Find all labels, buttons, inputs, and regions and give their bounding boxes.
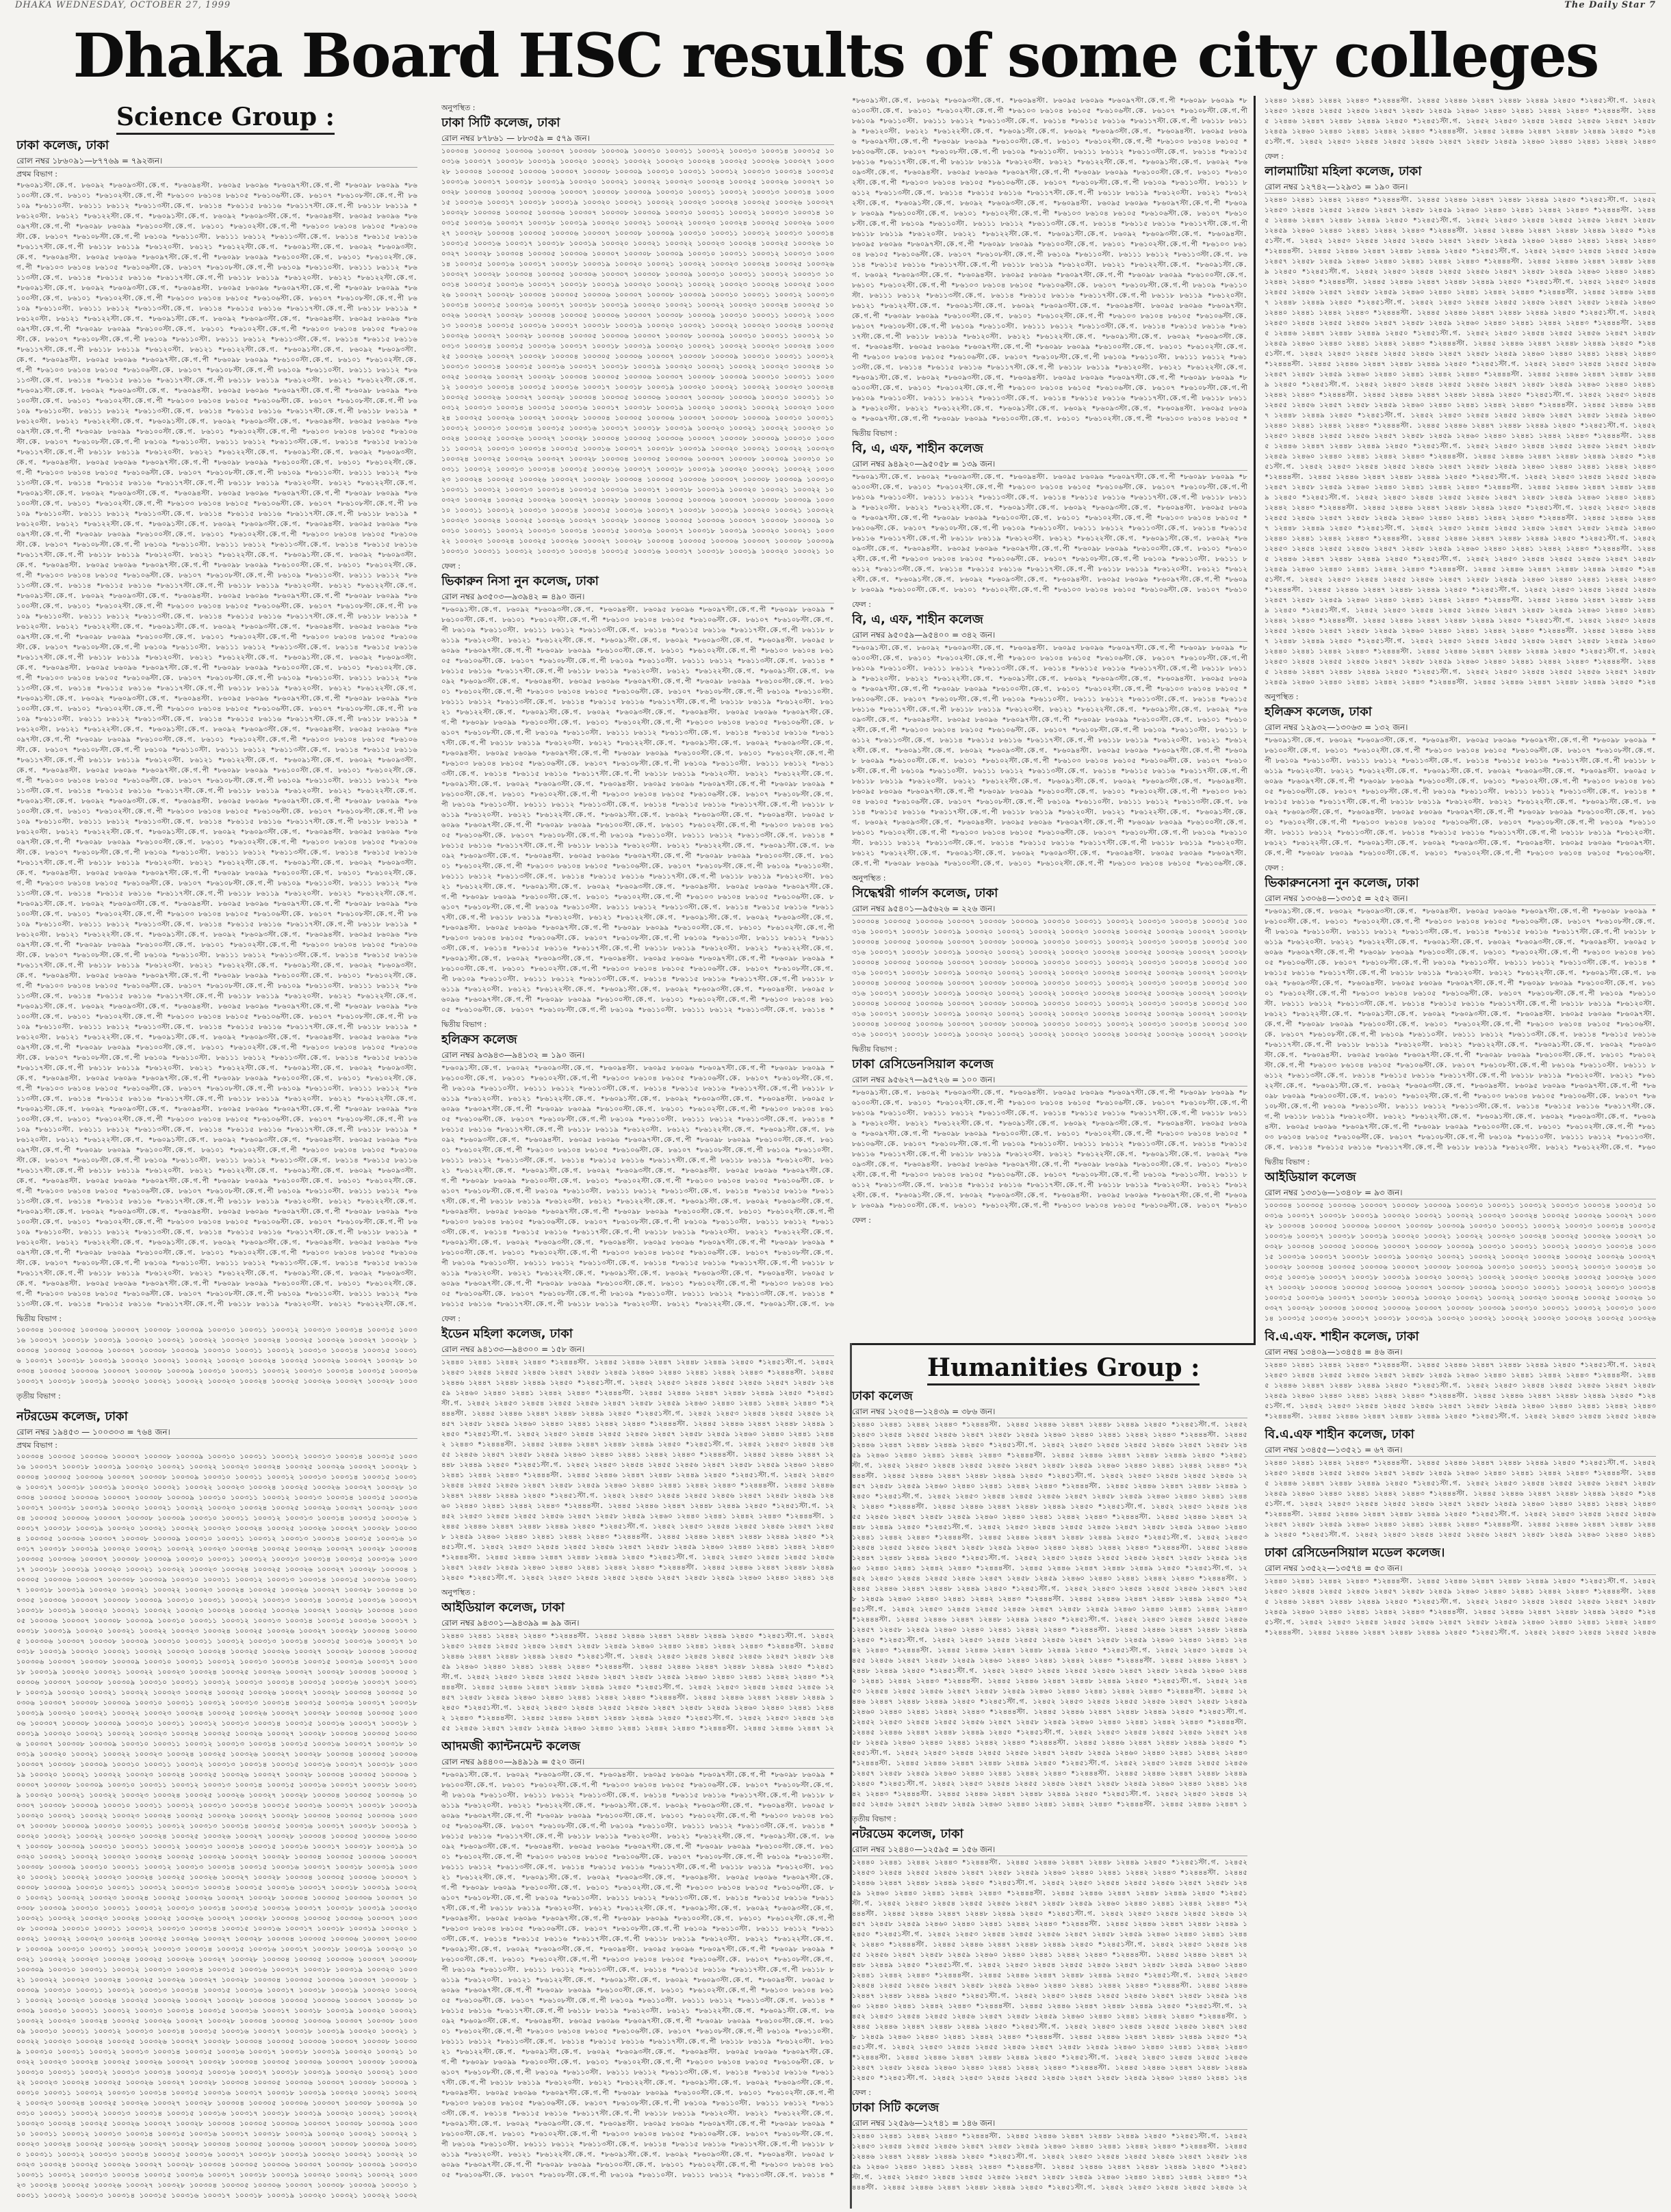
division-label: দ্বিতীয় বিভাগ : <box>16 1314 62 1323</box>
roll-list: ১২৪৪০ ১২৪৪১ ১২৪৪২ ১২৪৪৩ *১২৪৪৪স্টা. ১২৪৪৫ ১২৪৪৬ ১২৪৪৭ ১২৪৪৮ ১২৪৪৯ ১২৪৫০ *১২৪৫১স্টা.গ. ১২৪৫২ ১২৪৫৩ ১২৪৫৪ ১২৪৫৫ ১২৪৫৬ ১২৪৫৭ ১২৪৫৮ ১২৪৫৯ ১২৪৬০ ১২৪৪০ ১২৪৪১ ১২৪৪২ ১২৪৪৩ *১২৪৪৪স্টা. ১২৪৪৫ ১২৪৪৬ ১২৪৪৭ ১২৪৪৮ ১২৪৪৯ ১২৪৫০ *১২৪৫১স্টা.গ. ১২৪৫২ ১২৪৫৩ ১২৪৫৪ ১২৪৫৫ ১২৪৫৬ ১২৪৫৭ ১২৪৫৮ ১২৪৫৯ ১২৪৬০ ১২৪৪০ ১২৪৪১ ১২৪৪২ ১২৪৪৩ *১২৪৪৪স্টা. ১২৪৪৫ ১২৪৪৬ ১২৪৪৭ ১২৪৪৮ ১২৪৪৯ ১২৪৫০ *১২৪৫১স্টা.গ. ১২৪৫২ ১২৪৫৩ ১২৪৫৪ ১২৪৫৫ ১২৪৫৬ ১২৪৫৭ ১২৪৫৮ ১২৪৫৯ ১২৪৬০ ১২৪৪০ ১২৪৪১ ১২৪৪২ ১২৪৪৩ *১২৪৪৪স্টা. ১২৪৪৫ ১২৪৪৬ ১২৪৪৭ ১২৪৪৮ ১২৪৪৯ ১২৪৫০ *১২৪৫১স্টা.গ. ১২৪৫২ ১২৪৫৩ ১২৪৫৪ ১২৪৫৫ ১২৪৫৬ ১২৪৫৭ ১২৪৫৮ ১২৪৫৯ ১২৪৬০ ১২৪৪০ ১২৪৪১ ১২৪৪২ ১২৪৪৩ *১২৪৪৪স্টা. ১২৪৪৫ ১২৪৪৬ ১২৪৪৭ ১২৪৪৮ ১২৪৪৯ ১২৪৫০ *১২৪৫১স্টা.গ. ১২৪৫২ ১২৪৫৩ ১২৪৫৪ ১২৪৫৫ ১২৪৫৬ ১২৪৫৭ ১২৪৫৮ ১২৪৫৯ ১২৪৬০ ১২৪৪০ ১২৪৪১ ১২৪৪২ ১২৪৪৩ *১২৪৪৪স্টা. ১২৪৪৫ ১২৪৪৬ ১২৪৪৭ ১২৪৪৮ ১২৪৪৯ ১২৪৫০ *১২৪৫১স্টা.গ. ১২৪৫২ ১২৪৫৩ ১২৪৫৪ ১২৪৫৫ ১২৪৫৬ ১২৪৫৭ ১২৪৫৮ ১২৪৫৯ ১২৪৬০ ১২৪৪০ ১২৪৪১ ১২৪৪২ ১২৪৪৩ *১২৪৪৪স্টা. ১২৪৪৫ ১২৪৪৬ ১২৪৪৭ ১২ <box>441 1632 834 1732</box>
column-rule <box>1254 96 1256 1344</box>
roll-range: রোল নম্বর ১৩৪৫৫—১৩৫২১ = ৬৭ জন। <box>1265 1444 1656 1457</box>
division-label: প্রথম বিভাগ : <box>16 170 58 179</box>
college-heading: নটরডেম কলেজ, ঢাকা <box>16 1409 128 1424</box>
roll-list: ১২৪৪০ ১২৪৪১ ১২৪৪২ ১২৪৪৩ *১২৪৪৪স্টা. ১২৪৪৫ ১২৪৪৬ ১২৪৪৭ ১২৪৪৮ ১২৪৪৯ ১২৪৫০ *১২৪৫১স্টা.গ. ১২৪৫২ ১২৪৫৩ ১২৪৫৪ ১২৪৫৫ ১২৪৫৬ ১২৪৫৭ ১২৪৫৮ ১২৪৫৯ ১২৪৬০ ১২৪৪০ ১২৪৪১ ১২৪৪২ ১২৪৪৩ *১২৪৪৪স্টা. ১২৪৪৫ ১২৪৪৬ ১২৪৪৭ ১২৪৪৮ ১২৪৪৯ ১২৪৫০ *১২৪৫১স্টা.গ. ১২৪৫২ ১২৪৫৩ ১২৪৫৪ ১২৪৫৫ ১২৪৫৬ ১২৪৫৭ ১২৪৫৮ ১২৪৫৯ ১২৪৬০ ১২৪৪০ ১২৪৪১ ১২৪৪২ ১২৪৪৩ *১২৪৪৪স্টা. ১২৪৪৫ ১২৪৪৬ ১২৪৪৭ ১২৪৪৮ ১২৪৪৯ ১২৪৫০ *১২৪৫১স্টা.গ. ১২৪৫২ ১২৪৫৩ ১২৪৫৪ ১২৪৫৫ ১২৪৫৬ ১২৪৫৭ ১২৪৫৮ ১২৪৫৯ ১২৪৬০ ১২৪৪০ ১২৪৪১ ১২৪৪২ ১২৪৪৩ *১২৪৪৪স্টা. ১২৪৪৫ ১২৪৪৬ ১২৪৪৭ ১২৪৪৮ ১২৪৪৯ ১২৪৫০ *১২৪৫১স্টা.গ. ১২৪৫২ ১২৪৫৩ ১২৪৫৪ ১২৪৫৫ ১২৪৫৬ ১২৪৫৭ ১২৪৫৮ ১২৪৫৯ ১২৪৬০ ১২৪৪০ ১২৪৪১ ১২৪৪২ ১২৪৪৩ *১২৪৪৪স্টা. ১২৪৪৫ ১২৪৪৬ ১২৪৪৭ ১২৪৪৮ ১২৪৪৯ ১২৪৫০ *১২৪৫১স্টা.গ. ১২৪৫২ ১২৪৫৩ ১২৪৫৪ ১২৪৫৫ ১২৪৫৬ ১২৪৫৭ ১২৪৫৮ ১২৪৫৯ ১২৪৬০ ১২৪৪০ ১২৪৪১ ১২৪৪২ ১২৪৪৩ *১২৪৪৪স্টা. ১২৪৪৫ ১২৪৪৬ ১২৪৪৭ ১২৪৪৮ ১২৪৪৯ ১২৪৫০ *১২৪৫১স্টা.গ. ১২৪৫২ ১২৪৫৩ ১২৪৫৪ ১২৪৫৫ ১২৪৫৬ ১২৪৫৭ ১২৪৫৮ ১২৪৫৯ ১২৪৬০ ১২৪৪০ ১২৪৪১ ১২৪৪২ ১২৪৪৩ *১২৪৪৪স্টা. ১২৪৪৫ ১২৪৪৬ ১২৪৪৭ ১২৪৪৮ ১২৪৪৯ ১২৪৫০ *১২৪৫১স্টা.গ. ১২৪৫২ ১২৪৫৩ ১২৪৫৪ ১২৪৫৫ ১২৪৫৬ ১২৪৫৭ ১২৪৫৮ ১২৪৫৯ ১২৪৬০ ১২৪৪০ ১২৪৪১ ১২৪৪২ ১২৪৪৩ *১২৪৪৪স্টা. ১২৪৪৫ ১২৪৪৬ ১২৪৪৭ ১২৪৪৮ ১২৪৪৯ ১২৪৫০ *১২৪৫১স্টা.গ. ১২৪৫২ ১২৪৫৩ ১২৪৫৪ ১২৪৫৫ ১২৪৫৬ ১২৪৫৭ ১২৪৫৮ ১২৪৫৯ ১২৪৬০ ১২৪৪০ ১২৪৪১ ১২৪৪২ ১২৪৪৩ *১২৪৪৪স্টা. ১২৪৪৫ ১২৪৪৬ ১২৪৪৭ ১২৪৪৮ ১২৪৪৯ ১২৪৫০ *১২৪৫১স্টা.গ. ১২৪৫২ ১২৪৫৩ ১২৪৫৪ ১২৪৫৫ ১২৪৫৬ ১২৪৫৭ ১২৪৫৮ ১২৪৫৯ ১২৪৬০ ১২৪৪০ ১২৪৪১ ১২৪৪২ ১২৪৪৩ *১২৪৪৪স্টা. ১২৪৪৫ ১২৪৪৬ ১২৪৪৭ ১২৪৪৮ ১২৪৪৯ ১২৪৫০ *১২৪৫১স্টা.গ. ১২৪৫২ ১২৪৫৩ ১২৪৫৪ ১২৪৫৫ ১২৪৫৬ ১২৪৫৭ ১২৪৫৮ ১২৪৫৯ ১২৪৬০ ১২৪৪০ ১২৪৪১ ১২৪৪২ ১২৪৪৩ *১২৪৪৪স্টা. ১২৪৪৫ ১২৪৪৬ ১২৪৪৭ ১২৪৪৮ ১২৪৪৯ ১২৪৫০ *১২৪৫১স্টা.গ. ১২৪৫২ ১২৪৫৩ ১২৪৫৪ ১২৪৫৫ ১২৪৫৬ ১২৪৫৭ ১২৪৫৮ ১২৪৫৯ ১২৪৬০ ১২৪৪০ ১২৪৪১ ১২৪৪২ ১২৪৪৩ *১২৪৪৪স্টা. ১২৪৪৫ ১২৪৪৬ ১২৪৪৭ ১২৪৪৮ ১২৪৪৯ ১২৪৫০ *১২৪৫১স্টা.গ. ১২৪৫২ ১২৪৫৩ ১২৪৫৪ ১২৪৫৫ ১২৪৫৬ ১২৪৫৭ ১২৪৫৮ ১২৪৫৯ ১২৪৬০ ১২৪৪০ ১২৪৪১ ১২৪৪২ ১২৪৪৩ *১২৪৪৪স্টা. ১২৪৪৫ ১২৪৪৬ ১২৪৪৭ ১২৪৪৮ ১২৪৪৯ ১২৪৫০ *১২৪৫১স্টা.গ. ১২৪৫২ ১২৪৫৩ ১২৪৫৪ ১২৪৫৫ ১২৪৫৬ ১২৪৫৭ ১২৪৫৮ ১২৪৫৯ ১২৪৬০ ১২৪৪০ ১২৪৪১ ১২৪৪২ ১২৪৪৩ *১২৪৪৪স্টা. ১২৪৪৫ ১২৪৪৬ ১২৪৪৭ ১২৪৪৮ ১২৪৪৯ ১২৪৫০ *১২৪৫১স্টা.গ. ১২৪৫২ ১২৪৫৩ ১২৪৫৪ ১২৪৫৫ ১২৪৫৬ ১২৪৫৭ ১২৪৫৮ ১২৪৫৯ ১২৪৬০ ১২৪৪০ ১২৪৪১ ১২৪৪২ ১২৪৪৩ *১২৪৪৪স্টা. ১২৪৪৫ ১২৪৪৬ ১২৪৪৭ ১২৪৪৮ ১২৪৪৯ ১২৪৫০ *১২৪৫১স্টা.গ. ১২৪৫২ ১২৪৫৩ ১২৪৫৪ ১২৪৫৫ ১২৪৫৬ ১২৪৫৭ ১২৪৫৮ ১২৪৫৯ ১২৪৬০ ১২৪৪০ ১২৪৪১ ১২৪৪২ ১২৪৪৩ *১২৪৪৪স্টা. ১২৪৪৫ ১২৪৪৬ ১২৪৪৭ ১২৪৪৮ ১২৪৪৯ ১২৪৫০ *১২৪৫১স্টা.গ. ১২৪৫২ ১২৪৫৩ ১২৪৫৪ ১২৪৫৫ ১২৪৫৬ ১২৪৫৭ ১২৪৫৮ ১২৪৫৯ ১২৪৬০ ১২৪৪০ ১২৪৪১ ১২৪৪২ ১২৪৪৩ *১২৪৪৪স্টা. ১২৪৪৫ ১২৪৪৬ ১২৪৪৭ ১২৪৪৮ ১২৪৪৯ ১২৪৫০ *১২৪৫১স্টা.গ. ১২৪৫২ ১২৪৫৩ ১২৪৫৪ ১২৪৫৫ ১২৪৫৬ ১২৪৫৭ ১২৪৫৮ ১২৪৫৯ ১২৪৬০ ১২৪৪০ ১২৪৪১ ১২৪৪২ ১২৪৪৩ *১২৪৪৪স্টা. ১২৪৪৫ ১২৪৪৬ ১২৪৪৭ ১২৪৪৮ ১২৪৪৯ ১২৪৫০ *১২৪৫১স্টা.গ. ১২৪৫২ ১২৪৫৩ ১২৪৫৪ ১২৪৫৫ ১২৪৫৬ ১২৪৫৭ ১২৪৫৮ ১২৪৫৯ ১২৪৬০ ১২৪৪০ ১২৪৪১ ১২৪৪২ ১২৪৪৩ *১২৪৪৪স্টা. ১২৪৪৫ ১২৪৪৬ ১২৪৪৭ ১২৪৪৮ ১২৪৪৯ ১২৪৫০ *১২৪৫১স্টা.গ. ১২৪৫২ ১২৪৫৩ ১২৪৫৪ ১২৪৫৫ ১২৪৫৬ ১২৪৫৭ ১২৪৫৮ ১২৪৫৯ ১২৪৬০ ১২৪৪০ ১২৪৪১ ১২৪৪২ ১২৪৪৩ *১২৪৪৪স্টা. ১২৪৪৫ ১২৪৪৬ ১২৪৪৭ ১২৪৪৮ ১২৪৪৯ ১২৪৫০ *১২৪৫১স্টা.গ. ১২৪৫২ ১২৪৫৩ ১২৪৫৪ ১২৪৫৫ ১২৪৫৬ ১২৪৫৭ ১২৪৫৮ ১২৪৫৯ ১২৪৬০ ১২৪৪০ ১২৪৪১ ১২৪৪২ ১২৪৪৩ *১২৪৪৪স্টা. ১২৪৪৫ ১২৪৪৬ ১২৪৪৭ ১২৪৪৮ ১২৪৪৯ ১২৪৫০ *১২৪৫১স্টা.গ. ১২৪৫২ ১২৪৫৩ ১২৪৫৪ ১২৪৫৫ ১২৪৫৬ ১২৪৫৭ ১২৪৫৮ ১২৪৫৯ ১২৪৬০ ১২৪৪০ ১২৪৪১ ১২৪৪২ ১২৪৪৩ *১২৪৪৪স্টা. ১২৪৪৫ ১২৪৪৬ ১২৪৪৭ ১২৪৪৮ ১২৪৪৯ ১২৪৫০ *১২৪৫১স্টা.গ. ১২৪৫২ ১২৪৫৩ ১২৪৫৪ ১২৪৫৫ ১২৪৫৬ ১২৪৫৭ ১২৪৫৮ ১২৪৫৯ ১২৪৬০ ১২৪৪০ ১২৪৪১ ১২৪৪২ ১২৪৪৩ *১২৪৪৪স্টা. ১২৪৪৫ ১২৪৪৬ ১২৪৪৭ ১২৪৪৮ ১২৪৪৯ ১২৪৫০ *১২৪৫১স্টা.গ. ১২৪৫২ ১২৪৫৩ ১২৪৫৪ ১২৪৫৫ ১২৪৫৬ ১২৪৫৭ ১২৪৫৮ ১২৪৫৯ ১২৪৬০ ১২৪৪০ ১২৪৪১ ১২৪৪২ ১২৪৪৩ *১২৪৪৪স্টা. ১২৪৪৫ ১২৪৪৬ ১২৪৪৭ ১২৪৪৮ ১২৪৪৯ ১২৪৫০ *১২৪৫১স্টা.গ. ১২৪৫২ ১২৪৫৩ ১২৪৫৪ ১২৪৫৫ ১২৪৫৬ ১২৪৫৭ ১২৪৫৮ ১২৪৫৯ ১২৪৬০ ১২৪৪০ ১২৪৪১ ১২৪৪২ ১২৪৪৩ *১২৪৪৪স্টা. ১২৪৪৫ ১২৪৪৬ ১২৪৪৭ ১২৪৪৮ ১২৪৪৯ ১২৪৫০ *১২৪৫১স্টা.গ. ১২৪৫২ ১২৪৫৩ ১২৪৫৪ ১২৪৫৫ ১২৪৫৬ ১২৪৫৭ ১২৪৫৮ ১২৪৫৯ ১২৪৬০ ১২৪৪০ ১২৪৪১ ১২৪৪২ ১২৪৪৩ *১২৪৪৪স্টা. ১২৪৪৫ ১২৪৪৬ ১২৪৪৭ ১২৪৪৮ ১২৪৪৯ ১২৪৫০ *১২৪৫১স্টা.গ. ১২৪৫২ ১২৪৫৩ ১২৪৫৪ ১২৪৫৫ ১২৪৫৬ ১২৪৫৭ ১২৪৫৮ ১২৪৫৯ ১২৪৬০ ১২৪৪০ ১২৪৪১ ১২৪৪২ ১২৪৪৩ *১২৪৪৪স্টা. ১২৪৪৫ ১২৪৪৬ ১২৪৪৭ ১২৪৪৮ ১২৪৪৯ ১২৪৫০ *১২৪৫১স্টা.গ. ১২৪৫২ ১২৪৫৩ ১২৪৫৪ ১২৪৫৫ ১২৪৫৬ ১২৪৫৭ ১২৪৫৮ ১২৪৫৯ ১২৪৬০ ১২৪৪০ ১২৪৪১ ১২৪৪২ ১২৪৪৩ *১২৪৪৪স্টা. ১২৪৪৫ ১২৪৪৬ ১২৪৪৭ ১২৪৪৮ ১২৪৪৯ ১২৪৫০ *১২৪৫১স্টা.গ. ১২৪৫২ ১২৪৫৩ ১২৪৫৪ ১২৪৫৫ ১২৪৫৬ ১২৪৫৭ ১২৪৫৮ ১২৪৫৯ ১২৪৬০ ১২৪৪০ ১২৪৪১ ১২৪৪২ ১২৪৪৩ *১২৪৪৪স্টা. ১২৪৪৫ ১২৪৪৬ ১২৪৪৭ ১২৪৪৮ ১২৪৪৯ ১২৪৫০ *১২৪৫১স্টা.গ. ১২৪৫২ ১২৪৫৩ ১২৪৫৪ ১২৪৫৫ ১২৪৫৬ ১২৪৫৭ ১২৪৫৮ ১২৪৫৯ ১২৪৬০ ১২৪৪০ ১২৪৪১ ১২৪৪২ ১২৪৪৩ *১২৪৪৪স্টা. ১২৪৪৫ ১২৪৪৬ ১২৪৪৭ ১২৪৪৮ ১২৪৪৯ ১২৪৫০ *১২৪৫১স্টা.গ. ১২৪৫২ ১২৪৫৩ ১২৪৫৪ ১২৪৫৫ ১২৪৫৬ ১২৪৫৭ ১২৪৫৮ ১২৪৫৯ ১২৪৬০ ১২৪৪০ ১২৪৪১ ১২৪৪২ ১২৪৪৩ *১২৪৪৪স্টা. ১২৪৪৫ ১২৪৪৬ ১২৪৪৭ ১২৪৪৮ ১২৪৪৯ ১২৪৫০ *১২৪ <box>1265 196 1656 686</box>
roll-range: রোল নম্বর ৯৫৬২৭—৯৫৭২৬ = ১০০ জন। <box>852 1074 1247 1087</box>
headline: Dhaka Board HSC results of some city colleges <box>73 20 1598 91</box>
college-heading: লালমাটিয়া মহিলা কলেজ, ঢাকা <box>1265 164 1422 179</box>
college-heading: ঢাকা রেসিডেনসিয়াল কলেজ <box>852 1057 994 1071</box>
roll-range: রোল নম্বর ১২৫৯৬—১২৭৪১ = ১৪৬ জন। <box>852 2117 1247 2130</box>
roll-list: *৮৬০৯১স্টা.কে.গ. ৮৬০৯২ *৮৬০৯৩স্টা.কে.গ. *৮৬০৯৪স্টা. ৮৬০৯৫ ৮৬০৯৬ *৮৬০৯৭স্টা.কে.গ.পী *৮৬০৯৮ ৮৬০৯৯ *৮৬১০০স্টা.কে.গ. ৮৬১০১ *৮৬১০২স্টা.কে.গ.পী *৮৬১০৩ ৮৬১০৪ ৮৬১০৫ *৮৬১০৬স্টা.কে. ৮৬১০৭ *৮৬১০৮স্টা.কে.গ.পী ৮৬১০৯ *৮৬১১০স্টা. ৮৬১১১ ৮৬১১২ *৮৬১১৩স্টা.কে.গ. ৮৬১১৪ *৮৬১১৫ ৮৬১১৬ *৮৬১১৭স্টা.কে.গ.পী ৮৬১১৮ ৮৬১১৯ *৮৬১২০স্টা. ৮৬১২১ *৮৬১২২স্টা.কে.গ. *৮৬০৯১স্টা.কে.গ. ৮৬০৯২ *৮৬০৯৩স্টা.কে.গ. *৮৬০৯৪স্টা. ৮৬০৯৫ ৮৬০৯৬ *৮৬০৯৭স্টা.কে.গ.পী *৮৬০৯৮ ৮৬০৯৯ *৮৬১০০স্টা.কে.গ. ৮৬১০১ *৮৬১০২স্টা.কে.গ.পী *৮৬১০৩ ৮৬১০৪ ৮৬১০৫ *৮৬১০৬স্টা.কে. ৮৬১০৭ *৮৬১০৮স্টা.কে.গ.পী ৮৬১০৯ *৮৬১১০স্টা. ৮৬১১১ ৮৬১১২ *৮৬১১৩স্টা.কে.গ. ৮৬১১৪ *৮৬১১৫ ৮৬১১৬ *৮৬১১৭স্টা.কে.গ.পী ৮৬১১৮ ৮৬১১৯ *৮৬১২০স্টা. ৮৬১২১ *৮৬১২২স্টা.কে.গ. *৮৬০৯১স্টা.কে.গ. ৮৬০৯২ *৮৬০৯৩স্টা.কে.গ. *৮৬০৯৪স্টা. ৮৬০৯৫ ৮৬০৯৬ *৮৬০৯৭স্টা.কে.গ.পী *৮৬০৯৮ ৮৬০৯৯ *৮৬১০০স্টা.কে.গ. ৮৬১০১ *৮৬১০২স্টা.কে.গ.পী *৮৬১০৩ ৮৬১০৪ ৮৬১০৫ *৮৬১০৬স্টা.কে. ৮৬১০৭ *৮৬১০৮স্টা.কে.গ.পী ৮৬১০৯ *৮৬১১০স্টা. ৮৬১১১ ৮৬১১২ *৮৬১১৩স্টা.কে.গ. ৮৬১১৪ *৮৬১১৫ ৮৬১১৬ *৮৬১১৭স্টা.কে.গ.পী ৮৬১১৮ ৮৬১১৯ *৮৬১২০স্টা. ৮৬১২১ *৮৬১২২স্টা.কে.গ. *৮৬০৯১স্টা.কে.গ. ৮৬০৯২ *৮৬০৯৩স্টা.কে.গ. *৮৬০৯৪স্টা. ৮৬০৯৫ ৮৬০৯৬ *৮৬০৯৭স্টা.কে.গ.পী *৮৬০৯৮ ৮৬০৯৯ *৮৬১০০স্টা.কে.গ. ৮৬১০১ *৮৬১০২স্টা.কে.গ.পী *৮৬১০৩ ৮৬১০৪ ৮৬১০৫ *৮৬১০৬স্টা.কে. ৮৬১০৭ *৮৬১০ <box>852 1089 1247 1210</box>
dateline: DHAKA WEDNESDAY, OCTOBER 27, 1999 <box>15 0 231 10</box>
roll-range: রোল নম্বর ১৩৩১৬—১৩৪০৮ = ৯৩ জন। <box>1265 1186 1656 1199</box>
roll-range: রোল নম্বর ১২৭৪২—১২৯৩১ = ১৯০ জন। <box>1265 181 1656 194</box>
division-label: ফেল : <box>852 600 871 609</box>
roll-list: *৮৬০৯১স্টা.কে.গ. ৮৬০৯২ *৮৬০৯৩স্টা.কে.গ. *৮৬০৯৪স্টা. ৮৬০৯৫ ৮৬০৯৬ *৮৬০৯৭স্টা.কে.গ.পী *৮৬০৯৮ ৮৬০৯৯ *৮৬১০০স্টা.কে.গ. ৮৬১০১ *৮৬১০২স্টা.কে.গ.পী *৮৬১০৩ ৮৬১০৪ ৮৬১০৫ *৮৬১০৬স্টা.কে. ৮৬১০৭ *৮৬১০৮স্টা.কে.গ.পী ৮৬১০৯ *৮৬১১০স্টা. ৮৬১১১ ৮৬১১২ *৮৬১১৩স্টা.কে.গ. ৮৬১১৪ *৮৬১১৫ ৮৬১১৬ *৮৬১১৭স্টা.কে.গ.পী ৮৬১১৮ ৮৬১১৯ *৮৬১২০স্টা. ৮৬১২১ *৮৬১২২স্টা.কে.গ. *৮৬০৯১স্টা.কে.গ. ৮৬০৯২ *৮৬০৯৩স্টা.কে.গ. *৮৬০৯৪স্টা. ৮৬০৯৫ ৮৬০৯৬ *৮৬০৯৭স্টা.কে.গ.পী *৮৬০৯৮ ৮৬০৯৯ *৮৬১০০স্টা.কে.গ. ৮৬১০১ *৮৬১০২স্টা.কে.গ.পী *৮৬১০৩ ৮৬১০৪ ৮৬১০৫ *৮৬১০৬স্টা.কে. ৮৬১০৭ *৮৬১০৮স্টা.কে.গ.পী ৮৬১০৯ *৮৬১১০স্টা. ৮৬১১১ ৮৬১১২ *৮৬১১৩স্টা.কে.গ. ৮৬১১৪ *৮৬১১৫ ৮৬১১৬ *৮৬১১৭স্টা.কে.গ.পী ৮৬১১৮ ৮৬১১৯ *৮৬১২০স্টা. ৮৬১২১ *৮৬১২২স্টা.কে.গ. *৮৬০৯১স্টা.কে.গ. ৮৬০৯২ *৮৬০৯৩স্টা.কে.গ. *৮৬০৯৪স্টা. ৮৬০৯৫ ৮৬০৯৬ *৮৬০৯৭স্টা.কে.গ.পী *৮৬০৯৮ ৮৬০৯৯ *৮৬১০০স্টা.কে.গ. ৮৬১০১ *৮৬১০২স্টা.কে.গ.পী *৮৬১০৩ ৮৬১০৪ ৮৬১০৫ *৮৬১০৬স্টা.কে. ৮৬১০৭ *৮৬১০৮স্টা.কে.গ.পী ৮৬১০৯ *৮৬১১০স্টা. ৮৬১১১ ৮৬১১২ *৮৬১১৩স্টা.কে.গ. ৮৬১১৪ *৮৬১১৫ ৮৬১১৬ *৮৬১১৭স্টা.কে.গ.পী ৮৬১১৮ ৮৬১১৯ *৮৬১২০স্টা. ৮৬১২১ *৮৬১২২স্টা.কে.গ. *৮৬০৯১স্টা.কে.গ. ৮৬০৯২ *৮৬০৯৩স্টা.কে.গ. *৮৬০৯৪স্টা. ৮৬০৯৫ ৮৬০৯৬ *৮৬০৯৭স্টা.কে.গ.পী *৮৬০৯৮ ৮৬০৯৯ *৮৬১০০স্টা.কে.গ. ৮৬১০১ *৮৬১০২স্টা.কে.গ.পী *৮৬১০৩ ৮৬১০৪ ৮৬১০৫ *৮৬১০৬স্টা.কে. ৮৬১০৭ *৮৬১০৮স্টা.কে.গ.পী ৮৬১০৯ *৮৬১১০স্টা. ৮৬১১১ ৮৬১১২ *৮৬১১৩স্টা.কে.গ. ৮৬১১৪ *৮৬১১৫ ৮৬১১৬ *৮৬১১৭স্টা.কে.গ.পী ৮৬১১৮ ৮৬১১৯ *৮৬১২০স্টা. ৮৬১২১ *৮৬১২২স্টা.কে.গ. *৮৬০৯১স্টা.কে.গ. ৮৬০৯২ *৮৬০৯৩স্টা.কে.গ. *৮৬০৯৪স্টা. ৮৬০৯৫ ৮৬০৯৬ *৮৬০৯৭স্টা.কে.গ.পী *৮৬০৯৮ ৮৬০৯৯ *৮৬১০০স্টা.কে.গ. ৮৬১০১ *৮৬১০২স্টা.কে.গ.পী *৮৬১০৩ ৮৬১০৪ ৮৬১০৫ *৮৬১০৬স্টা.কে. ৮৬১০৭ *৮৬১০৮স্টা.কে.গ.পী ৮৬১০৯ *৮৬১১০স্টা. ৮৬১১১ ৮৬১১২ *৮৬১১৩স্টা.কে.গ. ৮৬১১৪ *৮৬১১৫ ৮৬১১৬ *৮৬১১৭স্টা.কে.গ.পী ৮৬১১৮ ৮৬১১৯ *৮৬১২০স্টা. ৮৬১২১ *৮৬১২২স্টা.কে.গ. *৮৬০৯১স্টা.কে.গ. ৮৬০৯২ *৮৬০৯৩স্টা.কে.গ. *৮৬০৯৪স্টা. ৮৬০৯৫ ৮৬০৯৬ *৮৬০৯৭স্টা.কে.গ.পী *৮৬০৯৮ ৮৬০৯৯ *৮৬১০০স্টা.কে.গ. ৮৬১০১ *৮৬১০২স্টা.কে.গ.পী *৮৬১০৩ ৮৬১০৪ ৮৬১০৫ *৮৬১০৬স্টা.কে. ৮৬১০৭ *৮৬১০৮স্টা.কে.গ.পী ৮৬১০৯ *৮৬১১০স্টা. ৮৬১১১ ৮৬১১২ *৮৬১১৩স্টা.কে.গ. ৮৬১১৪ *৮৬১১৫ ৮৬১১৬ *৮৬১১৭স্টা.কে.গ.পী ৮৬১১৮ ৮৬১১৯ *৮৬১২০স্টা. ৮৬১২১ *৮৬১২২স্টা.কে.গ. *৮৬০৯১স্টা.কে.গ. ৮৬০৯২ *৮৬০৯৩স্টা.কে.গ. *৮৬০৯৪স্টা. ৮৬০৯৫ ৮৬০৯৬ *৮৬০৯৭স্টা.কে.গ.পী *৮৬০৯৮ ৮৬০৯৯ *৮৬১০০স্টা.কে.গ. ৮৬১০১ *৮৬১০২স্টা.কে.গ.পী *৮৬১০৩ ৮৬১০৪ ৮৬১০৫ *৮৬১০৬স্টা.কে. ৮৬১০৭ *৮৬১০৮স্টা.কে.গ.পী ৮৬১০৯ *৮৬১১০স্টা. ৮৬১১১ ৮৬১১২ *৮৬১১৩স্টা.কে.গ. ৮৬১১৪ *৮৬১১৫ ৮৬১১৬ *৮৬১১৭স্টা.কে.গ.পী ৮৬১১৮ ৮৬১১৯ *৮৬১২০স্টা. ৮৬১২১ *৮৬১২২স্টা.কে.গ. *৮৬০৯১স্টা.কে.গ. ৮৬০৯২ *৮৬০৯৩স্টা.কে.গ. *৮৬০৯৪স্টা. ৮৬০৯৫ ৮৬০৯৬ *৮৬০৯৭স্টা.কে.গ.পী *৮৬০৯৮ ৮৬০৯৯ *৮৬১০০স্টা.কে.গ. ৮৬১০১ *৮৬১০২স্টা.কে.গ.পী *৮৬১০৩ ৮৬১০৪ ৮৬১০৫ *৮৬১০৬স্টা.কে. ৮৬১০৭ *৮৬১০৮স্টা.কে.গ.পী ৮৬১০৯ *৮৬১১০স্টা. ৮৬১১১ ৮৬১১২ *৮৬১১৩স্টা.কে.গ. ৮৬১১৪ *৮৬১১৫ ৮৬১১৬ *৮৬১১৭স্টা.কে.গ.পী ৮৬১১৮ ৮৬১১৯ *৮৬১২০স্টা. ৮৬১২১ *৮৬১২২স্টা.কে.গ. *৮৬০৯১স্টা.কে.গ. ৮৬০৯২ *৮৬০৯৩স্টা.কে.গ. *৮৬০৯৪স্টা. ৮৬০৯৫ ৮৬০৯৬ *৮৬০৯৭স্টা.কে.গ.পী *৮৬০৯৮ ৮৬০৯৯ *৮৬১০০স্টা.কে.গ. ৮৬১০১ *৮৬১০২স্টা.কে.গ.পী *৮৬১০৩ ৮৬১০৪ ৮৬১০৫ *৮৬১০৬স্টা.কে. ৮৬১০৭ *৮৬১০৮স্টা.কে.গ.পী ৮৬১০৯ *৮৬১১০স্টা. ৮৬১১১ ৮৬১১২ *৮৬১১৩স্টা.কে.গ. ৮৬১১৪ *৮৬১১৫ ৮৬১১৬ *৮৬১১৭স্টা.কে.গ.পী ৮৬১১৮ ৮৬১১৯ *৮৬১২০স্টা. ৮৬১২১ *৮৬১২২স্টা.কে.গ. *৮৬০৯১স্টা.কে.গ. ৮৬০৯২ *৮৬০৯৩স্টা.কে.গ. *৮৬০৯৪স্টা. ৮৬০৯৫ ৮৬০৯৬ *৮৬০৯৭স্টা.কে.গ.পী *৮৬০৯৮ ৮৬০৯৯ *৮৬১০০স্টা.কে.গ. ৮৬১০১ *৮৬১০২স্টা.কে.গ.পী *৮৬১০৩ ৮৬১০৪ ৮৬১০৫ * <box>852 97 1247 423</box>
humanities-group-title: Humanities Group : <box>927 1353 1200 1385</box>
roll-range: রোল নম্বর ১৩৫২২—১৩৫৭৪ = ৫৩ জন। <box>1265 1562 1656 1575</box>
column-3 <box>852 96 1247 1338</box>
division-label: অনুপস্থিত : <box>441 1588 476 1597</box>
column-2 <box>441 103 834 2203</box>
college-heading: ভিকারুননেসা নুন কলেজ, ঢাকা <box>1265 876 1419 890</box>
section-rule <box>850 1343 1256 1345</box>
division-label: তৃতীয় বিভাগ : <box>852 1814 896 1823</box>
college-heading: বি, এ, এফ, শাহীন কলেজ <box>852 612 983 627</box>
division-label: দ্বিতীয় বিভাগ : <box>1265 1158 1310 1167</box>
roll-list: *৮৬০৯১স্টা.কে.গ. ৮৬০৯২ *৮৬০৯৩স্টা.কে.গ. *৮৬০৯৪স্টা. ৮৬০৯৫ ৮৬০৯৬ *৮৬০৯৭স্টা.কে.গ.পী *৮৬০৯৮ ৮৬০৯৯ *৮৬১০০স্টা.কে.গ. ৮৬১০১ *৮৬১০২স্টা.কে.গ.পী *৮৬১০৩ ৮৬১০৪ ৮৬১০৫ *৮৬১০৬স্টা.কে. ৮৬১০৭ *৮৬১০৮স্টা.কে.গ.পী ৮৬১০৯ *৮৬১১০স্টা. ৮৬১১১ ৮৬১১২ *৮৬১১৩স্টা.কে.গ. ৮৬১১৪ *৮৬১১৫ ৮৬১১৬ *৮৬১১৭স্টা.কে.গ.পী ৮৬১১৮ ৮৬১১৯ *৮৬১২০স্টা. ৮৬১২১ *৮৬১২২স্টা.কে.গ. *৮৬০৯১স্টা.কে.গ. ৮৬০৯২ *৮৬০৯৩স্টা.কে.গ. *৮৬০৯৪স্টা. ৮৬০৯৫ ৮৬০৯৬ *৮৬০৯৭স্টা.কে.গ.পী *৮৬০৯৮ ৮৬০৯৯ *৮৬১০০স্টা.কে.গ. ৮৬১০১ *৮৬১০২স্টা.কে.গ.পী *৮৬১০৩ ৮৬১০৪ ৮৬১০৫ *৮৬১০৬স্টা.কে. ৮৬১০৭ *৮৬১০৮স্টা.কে.গ.পী ৮৬১০৯ *৮৬১১০স্টা. ৮৬১১১ ৮৬১১২ *৮৬১১৩স্টা.কে.গ. ৮৬১১৪ *৮৬১১৫ ৮৬১১৬ *৮৬১১৭স্টা.কে.গ.পী ৮৬১১৮ ৮৬১১৯ *৮৬১২০স্টা. ৮৬১২১ *৮৬১২২স্টা.কে.গ. *৮৬০৯১স্টা.কে.গ. ৮৬০৯২ *৮৬০৯৩স্টা.কে.গ. *৮৬০৯৪স্টা. ৮৬০৯৫ ৮৬০৯৬ *৮৬০৯৭স্টা.কে.গ.পী *৮৬০৯৮ ৮৬০৯৯ *৮৬১০০স্টা.কে.গ. ৮৬১০১ *৮৬১০২স্টা.কে.গ.পী *৮৬১০৩ ৮৬১০৪ ৮৬১০৫ *৮৬১০৬স্টা.কে. ৮৬১০৭ *৮৬১০৮স্টা.কে.গ.পী ৮৬১০৯ *৮৬১১০স্টা. ৮৬১১১ ৮৬১১২ *৮৬১১৩স্টা.কে.গ. ৮৬১১৪ *৮৬১১৫ ৮৬১১৬ *৮৬১১৭স্টা.কে.গ.পী ৮৬১১৮ ৮৬১১৯ *৮৬১২০স্টা. ৮৬১২১ *৮৬১২২স্টা.কে.গ. *৮৬০৯১স্টা.কে.গ. ৮৬০৯২ *৮৬০৯৩স্টা.কে.গ. *৮৬০৯৪স্টা. ৮৬০৯৫ ৮৬০৯৬ *৮৬০৯৭স্টা.কে.গ.পী *৮৬০৯৮ ৮৬০৯৯ *৮৬১০০স্টা.কে.গ. ৮৬১০১ *৮৬১০২স্টা.কে.গ.পী *৮৬১০৩ ৮৬১০৪ ৮৬১০৫ *৮৬১০৬স্টা. <box>1265 737 1656 857</box>
college-heading: ঢাকা সিটি কলেজ <box>852 2100 940 2115</box>
roll-list: *৮৬০৯১স্টা.কে.গ. ৮৬০৯২ *৮৬০৯৩স্টা.কে.গ. *৮৬০৯৪স্টা. ৮৬০৯৫ ৮৬০৯৬ *৮৬০৯৭স্টা.কে.গ.পী *৮৬০৯৮ ৮৬০৯৯ *৮৬১০০স্টা.কে.গ. ৮৬১০১ *৮৬১০২স্টা.কে.গ.পী *৮৬১০৩ ৮৬১০৪ ৮৬১০৫ *৮৬১০৬স্টা.কে. ৮৬১০৭ *৮৬১০৮স্টা.কে.গ.পী ৮৬১০৯ *৮৬১১০স্টা. ৮৬১১১ ৮৬১১২ *৮৬১১৩স্টা.কে.গ. ৮৬১১৪ *৮৬১১৫ ৮৬১১৬ *৮৬১১৭স্টা.কে.গ.পী ৮৬১১৮ ৮৬১১৯ *৮৬১২০স্টা. ৮৬১২১ *৮৬১২২স্টা.কে.গ. *৮৬০৯১স্টা.কে.গ. ৮৬০৯২ *৮৬০৯৩স্টা.কে.গ. *৮৬০৯৪স্টা. ৮৬০৯৫ ৮৬০৯৬ *৮৬০৯৭স্টা.কে.গ.পী *৮৬০৯৮ ৮৬০৯৯ *৮৬১০০স্টা.কে.গ. ৮৬১০১ *৮৬১০২স্টা.কে.গ.পী *৮৬১০৩ ৮৬১০৪ ৮৬১০৫ *৮৬১০৬স্টা.কে. ৮৬১০৭ *৮৬১০৮স্টা.কে.গ.পী ৮৬১০৯ *৮৬১১০স্টা. ৮৬১১১ ৮৬১১২ *৮৬১১৩স্টা.কে.গ. ৮৬১১৪ *৮৬১১৫ ৮৬১১৬ *৮৬১১৭স্টা.কে.গ.পী ৮৬১১৮ ৮৬১১৯ *৮৬১২০স্টা. ৮৬১২১ *৮৬১২২স্টা.কে.গ. *৮৬০৯১স্টা.কে.গ. ৮৬০৯২ *৮৬০৯৩স্টা.কে.গ. *৮৬০৯৪স্টা. ৮৬০৯৫ ৮৬০৯৬ *৮৬০৯৭স্টা.কে.গ.পী *৮৬০৯৮ ৮৬০৯৯ *৮৬১০০স্টা.কে.গ. ৮৬১০১ *৮৬১০২স্টা.কে.গ.পী *৮৬১০৩ ৮৬১০৪ ৮৬১০৫ *৮৬১০৬স্টা.কে. ৮৬১০৭ *৮৬১০৮স্টা.কে.গ.পী ৮৬১০৯ *৮৬১১০স্টা. ৮৬১১১ ৮৬১১২ *৮৬১১৩স্টা.কে.গ. ৮৬১১৪ *৮৬১১৫ ৮৬১১৬ *৮৬১১৭স্টা.কে.গ.পী ৮৬১১৮ ৮৬১১৯ *৮৬১২০স্টা. ৮৬১২১ *৮৬১২২স্টা.কে.গ. *৮৬০৯১স্টা.কে.গ. ৮৬০৯২ *৮৬০৯৩স্টা.কে.গ. *৮৬০৯৪স্টা. ৮৬০৯৫ ৮৬০৯৬ *৮৬০৯৭স্টা.কে.গ.পী *৮৬০৯৮ ৮৬০৯৯ *৮৬১০০স্টা.কে.গ. ৮৬১০১ *৮৬১০২স্টা.কে.গ.পী *৮৬১০৩ ৮৬১০৪ ৮৬১০৫ *৮৬১০৬স্টা.কে. ৮৬১০৭ *৮৬১০৮স্টা.কে.গ.পী ৮৬১০৯ *৮৬১১০স্টা. ৮৬১১১ ৮৬১১২ *৮৬১১৩স্টা.কে.গ. ৮৬১১৪ *৮৬১১৫ ৮৬১১৬ *৮৬১১৭স্টা.কে.গ.পী ৮৬১১৮ ৮৬১১৯ *৮৬১২০স্টা. ৮৬১২১ *৮৬১২২স্টা.কে.গ. *৮৬০৯১স্টা.কে.গ. ৮৬০৯২ *৮৬০৯৩স্টা.কে.গ. *৮৬০৯৪স্টা. ৮৬০৯৫ ৮৬০৯৬ *৮৬০৯৭স্টা.কে.গ.পী *৮৬০৯৮ ৮৬০৯৯ *৮৬১০০স্টা.কে.গ. ৮৬১০১ *৮৬১০২স্টা.কে.গ.পী *৮৬১০৩ ৮৬১০৪ ৮৬১০৫ *৮৬১০৬স্টা.কে. ৮৬১০৭ *৮৬১০৮স্টা.কে.গ.পী ৮৬১০৯ *৮৬১১০স্টা. ৮৬১১১ ৮৬১১২ *৮৬১১৩স্টা.কে.গ. ৮৬১১৪ *৮৬১১৫ ৮৬১১৬ *৮৬১১৭স্টা.কে.গ.পী ৮৬১১৮ ৮৬১১৯ *৮৬১২০স্টা. ৮৬১২১ *৮৬১২২স্টা.কে.গ. *৮৬০৯১স্টা.কে.গ. ৮৬০৯২ *৮৬০৯৩স্টা.কে.গ. *৮৬০৯৪স্টা. ৮৬০৯৫ ৮৬০৯৬ *৮৬০৯৭স্টা.কে.গ.পী *৮৬০৯৮ ৮৬০৯৯ *৮৬১০০স্টা.কে.গ. ৮৬১০১ *৮৬১০২স্টা.কে.গ.পী *৮৬১০৩ ৮৬১০৪ ৮৬১০৫ *৮৬১০৬স্টা.কে. ৮৬১০৭ *৮৬১০৮স্টা.কে.গ.পী ৮৬১০৯ *৮৬১১০স্টা. ৮৬১১১ ৮৬১১২ *৮৬১১৩স্টা.কে.গ. ৮৬১১৪ *৮৬১১৫ ৮৬১১৬ *৮৬১১৭স্টা.কে.গ.পী ৮৬১১৮ ৮৬১১৯ *৮৬১২০স্টা. ৮৬১২১ *৮৬১২২স্টা.কে.গ. *৮৬০৯১স্টা.কে.গ. ৮৬০৯২ *৮৬০৯৩স্টা.কে.গ. *৮৬০৯৪স্টা. ৮৬০৯৫ ৮৬০৯৬ *৮৬০৯৭স্টা.কে.গ.পী *৮৬০৯৮ ৮৬০৯৯ *৮৬১০০স্টা.কে.গ. ৮৬১০১ *৮৬১০২স্টা.কে.গ.পী *৮৬১০৩ ৮৬১০৪ ৮৬১০৫ *৮৬১০৬স্টা.কে. ৮৬১০৭ *৮৬১০৮স্টা.কে.গ.পী ৮৬১০৯ *৮৬১১০স্টা. ৮৬১১১ ৮৬১১২ *৮৬১১৩স্টা.কে.গ. ৮৬১১৪ *৮৬১১৫ ৮৬১১৬ *৮৬১১৭স্টা.কে.গ.পী ৮৬১১৮ ৮৬১১৯ *৮৬১২০স্টা. ৮৬১২১ *৮৬১২২স্টা.কে.গ. *৮৬০৯১স্টা.কে.গ. ৮৬০৯২ *৮৬০৯৩স্টা.কে.গ. *৮৬০৯৪স্টা. ৮৬০৯৫ ৮৬০৯৬ *৮৬০৯৭স্টা.কে.গ.পী *৮৬০৯৮ ৮৬০৯৯ *৮৬১০০স্টা.কে.গ. ৮৬১০১ *৮৬১০২স্টা.কে.গ.পী *৮৬১০৩ ৮৬১০৪ ৮৬১০৫ *৮৬১০৬স্টা.কে. ৮৬১০৭ *৮৬১০৮স্টা.কে.গ.পী ৮৬১০৯ *৮৬১১০স্টা. ৮৬১১১ ৮৬১১২ *৮৬১১৩স্টা.কে.গ. ৮৬১১৪ *৮৬১১৫ ৮৬১১৬ *৮৬১১৭স্টা.কে.গ.পী ৮৬১১৮ ৮৬১১৯ *৮৬১২০স্টা. ৮৬১২১ *৮৬১২২স্টা.কে.গ. *৮৬০৯১স্টা.কে.গ. ৮৬০৯২ *৮৬০৯৩স্টা.কে.গ. *৮৬০৯৪স্টা. ৮৬০৯৫ ৮৬০৯৬ *৮৬০৯৭স্টা.কে.গ.পী *৮৬০৯৮ ৮৬০৯৯ *৮৬১০০স্টা.কে.গ. ৮৬১০১ *৮৬১০২স্টা.কে.গ.পী *৮৬১০৩ ৮৬১০৪ ৮৬১০৫ *৮৬১০৬স্টা.কে. ৮৬১০৭ *৮৬১০৮স্টা.কে.গ.পী ৮৬১০৯ *৮৬১১০স্টা. ৮৬১১১ ৮৬১১২ *৮৬১১৩স্টা.কে.গ. ৮৬১১৪ *৮৬১১৫ ৮৬১১৬ *৮৬১১৭স্টা.কে.গ.পী ৮৬১১৮ ৮৬১১৯ *৮৬১২০স্টা. ৮৬১২১ *৮৬১২২স্টা.কে.গ. *৮৬০৯১স্টা.কে.গ. ৮৬০৯২ *৮৬০৯৩স্টা.কে.গ. *৮৬০৯৪স্টা. ৮৬০৯৫ ৮৬০৯৬ *৮৬০৯৭স্টা.কে.গ.পী *৮৬০৯৮ ৮৬০৯৯ *৮৬১০০স্টা.কে.গ. ৮৬১০১ *৮৬১০২স্টা.কে.গ.পী *৮৬১০৩ ৮৬১০৪ ৮৬১০৫ *৮৬১০৬স্টা.কে. ৮৬১০৭ *৮৬১০৮স্টা.কে.গ.পী ৮৬১০৯ *৮৬১১০স্টা. ৮৬১১১ ৮৬১১২ *৮৬১১৩স্টা.কে.গ. ৮৬১১৪ *৮৬১১৫ ৮৬১১৬ *৮৬১১৭স্টা.কে.গ.পী ৮৬১১৮ ৮৬১১৯ *৮৬১২০স্টা. ৮৬১২১ *৮৬১২২স্টা.কে.গ. *৮৬০৯১স্টা.কে.গ. ৮৬০৯২ *৮৬০৯৩স্টা.কে.গ. *৮৬০৯৪স্টা. ৮৬০৯৫ ৮৬০৯৬ *৮৬০৯৭স্টা.কে.গ.পী *৮৬০৯৮ ৮৬০৯৯ *৮৬১০০স্টা.কে.গ. ৮৬১০১ *৮৬১০২স্টা.কে.গ.পী *৮৬১০৩ ৮৬১০৪ ৮৬১০৫ *৮৬১০৬স্টা.কে. ৮৬১০৭ *৮৬১০৮স্টা.কে.গ.পী ৮৬১০৯ *৮৬১১০স্টা. ৮৬১১১ ৮৬১১২ *৮৬১১৩স্টা.কে.গ. ৮৬১১৪ *৮৬১১৫ ৮৬১১৬ *৮৬১১৭স্টা.কে.গ.পী ৮৬১১৮ ৮৬১১৯ *৮৬১২০স্টা. ৮৬১২১ *৮৬১২২স্টা.কে.গ. *৮৬০৯১স্টা.কে.গ. ৮৬০৯২ *৮৬০৯৩স্টা.কে.গ. *৮৬০৯৪স্টা. ৮৬০৯৫ ৮৬০৯৬ *৮৬০৯৭স্টা.কে.গ.পী *৮৬০৯৮ ৮৬০৯৯ *৮৬১০০স্টা.কে.গ. ৮৬১০১ *৮৬১০২স্টা.কে.গ.পী *৮৬১০৩ ৮৬১০৪ ৮৬১০৫ *৮৬১০৬স্টা.কে. ৮৬১০৭ *৮৬১০৮স্টা.কে.গ.পী ৮৬১০৯ *৮৬১১০স্টা. ৮৬১১১ ৮৬১১২ *৮৬১১৩স্টা.কে.গ. ৮৬১১৪ *৮৬১১৫ ৮৬১১৬ *৮৬১১৭স্টা.কে.গ.পী ৮৬১১৮ ৮৬১১৯ *৮৬১২০স্টা. ৮৬১২১ *৮৬১২২স্টা.কে.গ. *৮৬০৯১স্টা.কে.গ. ৮৬০৯২ *৮৬০৯৩স্টা.কে.গ. *৮৬০৯৪স্টা. ৮৬০৯৫ ৮৬০৯৬ *৮৬০৯৭স্টা.কে.গ.পী *৮৬০৯৮ ৮৬০৯৯ *৮৬১০০স্টা.কে.গ. ৮৬১০১ *৮৬১০২স্টা.কে.গ.পী *৮৬১০৩ ৮৬১০৪ ৮৬১০৫ *৮৬১০৬স্টা.কে. ৮৬১০৭ *৮৬১০৮স্টা.কে.গ.পী ৮৬১০৯ *৮৬১১০স্টা. ৮৬১১১ ৮৬১১২ *৮৬১১৩স্টা.কে.গ. ৮৬১১৪ *৮৬১১৫ ৮৬১১৬ *৮৬১১৭স্টা.কে.গ.পী ৮৬১১৮ ৮৬১১৯ *৮৬১২০স্টা. ৮৬১২১ *৮৬১২২স্টা.কে.গ. *৮৬০৯১স্টা.কে.গ. ৮৬০৯২ *৮৬০৯৩স্টা.কে.গ. *৮৬০৯৪স্টা. ৮৬০৯৫ ৮৬০৯৬ *৮৬০৯৭স্টা.কে.গ.পী *৮৬০৯৮ ৮৬০৯৯ *৮৬১০০স্টা.কে.গ. ৮৬১০১ *৮৬১০২স্টা.কে.গ.পী *৮৬১০৩ ৮৬১০৪ ৮৬১০৫ *৮৬১০৬স্টা.কে. ৮৬১০৭ *৮৬১০৮স্টা.কে.গ.পী ৮৬১০৯ *৮৬১১০স্টা. ৮৬১১১ ৮৬১১২ *৮৬১১৩স্টা.কে.গ. ৮৬১১৪ *৮৬১১৫ ৮৬১১৬ *৮৬১১৭স্টা.কে.গ.পী ৮৬১১৮ ৮৬১১৯ *৮৬১২০স্টা. ৮৬১২১ *৮৬১২২স্টা.কে.গ. *৮৬০৯১স্টা.কে.গ. ৮৬০৯২ *৮৬০৯৩স্টা.কে.গ. *৮৬০৯৪স্টা. ৮৬০৯৫ ৮৬০৯৬ *৮৬০৯৭স্টা.কে.গ.পী *৮৬০৯৮ ৮৬০৯৯ *৮৬১০০স্টা.কে.গ. ৮৬১০১ *৮৬১০২স্টা.কে.গ.পী *৮৬১০৩ ৮৬১০৪ ৮৬১০৫ *৮৬১০৬স্টা.কে. ৮৬১০৭ *৮৬১০৮স্টা.কে.গ.পী ৮৬১০৯ *৮৬১১০স্টা. ৮৬১১১ ৮৬১১২ *৮৬১১৩স্টা.কে.গ. ৮৬১১৪ *৮৬১১৫ ৮৬১১৬ *৮৬১১৭স্টা.কে.গ.পী ৮৬১১৮ ৮৬১১৯ *৮৬১২০স্টা. ৮৬১২১ *৮৬১২২স্টা.কে.গ. *৮৬০৯১স্টা.কে.গ. ৮৬০৯২ *৮৬০৯৩স্টা.কে.গ. *৮৬০৯৪স্টা. ৮৬০৯৫ ৮৬০৯৬ *৮৬০৯৭স্টা.কে.গ.পী *৮৬০৯৮ ৮৬০৯৯ *৮৬১০০স্টা.কে.গ. ৮৬১০১ *৮৬১০২স্টা.কে.গ.পী *৮৬১০৩ ৮৬১০৪ ৮৬১০৫ *৮৬১০৬স্টা.কে. ৮৬১০৭ *৮৬১০৮স্টা.কে.গ.পী ৮৬১০৯ *৮৬১১০স্টা. ৮৬১১১ ৮৬১১২ *৮৬১১৩স্টা.কে.গ. ৮৬১১৪ *৮৬১১৫ ৮৬১১৬ *৮৬১১৭স্টা.কে.গ.পী ৮৬১১৮ ৮৬১১৯ *৮৬১২০স্টা. ৮৬১২১ *৮৬১২২স্টা.কে.গ. *৮৬০৯১স্টা.কে.গ. ৮৬০৯২ *৮৬০৯৩স্টা.কে.গ. *৮৬০৯৪স্টা. ৮৬০৯৫ ৮৬০৯৬ *৮৬০৯৭স্টা.কে.গ.পী *৮৬০৯৮ ৮৬০৯৯ *৮৬১০০স্টা.কে.গ. ৮৬১০১ *৮৬১০২স্টা.কে.গ.পী *৮৬১০৩ ৮৬১০৪ ৮৬১০৫ *৮৬১০৬স্টা.কে. ৮৬১০৭ *৮৬১০৮স্টা.কে.গ.পী ৮৬১০৯ *৮৬১১০স্টা. ৮৬১১১ ৮৬১১২ *৮৬১১৩স্টা.কে.গ. ৮৬১১৪ *৮৬১১৫ ৮৬১১৬ *৮৬১১৭স্টা.কে.গ.পী ৮৬১১৮ ৮৬১১৯ *৮৬১২০স্টা. ৮৬১২১ *৮৬১২২স্টা.কে.গ. *৮৬০৯১স্টা.কে.গ. ৮৬০৯২ *৮৬০৯৩স্টা.কে.গ. *৮৬০৯৪স্টা. ৮৬০৯৫ ৮৬০৯৬ *৮৬০৯৭স্টা.কে.গ.পী *৮৬০৯৮ ৮৬০৯৯ *৮৬১০০স্টা.কে.গ. ৮৬১০১ *৮৬১০২স্টা.কে.গ.পী *৮৬১০৩ ৮৬১০৪ ৮৬১০৫ *৮৬১০৬স্টা.কে. ৮৬১০৭ *৮৬১০৮স্টা.কে.গ.পী ৮৬১০৯ *৮৬১১০স্টা. ৮৬১১১ ৮৬১১২ *৮৬১১৩স্টা.কে.গ. ৮৬১১৪ *৮৬১১৫ ৮৬১১৬ *৮৬১১৭স্টা.কে.গ.পী ৮৬১১৮ ৮৬১১৯ *৮৬১২০স্টা. ৮৬১২১ *৮৬১২২স্টা.কে.গ. *৮৬০৯১স্টা.কে.গ. ৮৬০৯২ *৮৬০৯৩স্টা.কে.গ. *৮৬০৯৪স্টা. ৮৬০৯৫ ৮৬০৯৬ *৮৬০৯৭স্টা.কে.গ.পী *৮৬০৯৮ ৮৬০৯৯ *৮৬১০০স্টা.কে.গ. ৮৬১০১ *৮৬১০২স্টা.কে.গ.পী *৮৬১০৩ ৮৬১০৪ ৮৬১০৫ *৮৬১০৬স্টা.কে. ৮৬১০৭ *৮৬১০৮স্টা.কে.গ.পী ৮৬১০৯ *৮৬১১০স্টা. ৮৬১১১ ৮৬১১২ *৮৬১১৩স্টা.কে.গ. ৮৬১১৪ *৮৬১১৫ ৮৬১১৬ *৮৬১১৭স্টা.কে.গ.পী ৮৬১১৮ ৮৬১১৯ *৮৬১২০স্টা. ৮৬১২১ *৮৬১২২স্টা.কে.গ. *৮৬০৯১স্টা.কে.গ. ৮৬০৯২ *৮৬০৯৩স্টা.কে.গ. *৮৬০৯৪স্টা. ৮৬০৯৫ ৮৬০৯৬ *৮৬০৯৭স্টা.কে.গ.পী *৮৬০৯৮ ৮৬০৯৯ *৮৬১০০স্টা.কে.গ. ৮৬১০১ *৮৬১০২স্টা.কে.গ.পী *৮৬১০৩ ৮৬১০৪ ৮৬১০৫ *৮৬১০৬স্টা.কে. ৮৬১০৭ *৮৬১০৮স্টা.কে.গ.পী ৮৬১০৯ *৮৬১১০স্টা. ৮৬১১১ ৮৬১১২ *৮৬১১৩স্টা.কে.গ. ৮৬১১৪ *৮৬১১৫ ৮৬১১৬ *৮৬১১৭স্টা.কে.গ.পী ৮৬১১৮ ৮৬১১৯ *৮৬১২০স্টা. ৮৬১২১ *৮৬১২২স্টা.কে.গ. *৮৬০৯১স্টা.কে.গ. ৮৬০৯২ *৮৬০৯৩স্টা.কে.গ. *৮৬০৯৪স্টা. ৮৬০৯৫ ৮৬০৯৬ *৮৬০৯৭স্টা.কে.গ.পী *৮৬০৯৮ ৮৬০৯৯ *৮৬১০০স্টা.কে.গ. ৮৬১০১ *৮৬১০২স্টা.কে.গ.পী *৮৬১০৩ ৮৬১০৪ ৮৬১০৫ *৮৬১০৬স্টা.কে. ৮৬১০৭ *৮৬১০৮স্টা.কে.গ.পী ৮৬১০৯ *৮৬১১০স্টা. ৮৬১১১ ৮৬১১২ *৮৬১১৩স্টা.কে.গ. ৮৬১১৪ *৮৬১১৫ ৮৬১১৬ *৮৬১১৭স্টা.কে.গ.পী ৮৬১১৮ ৮৬১১৯ *৮৬১২০স্টা. ৮৬১২১ *৮৬১২২স্টা.কে.গ. *৮৬০৯১স্টা.কে.গ. ৮৬০৯২ *৮৬০৯৩স্টা.কে.গ. *৮৬০৯৪স্টা. ৮৬০৯৫ ৮৬০৯৬ *৮৬০৯৭স্টা.কে.গ.পী *৮৬০৯৮ ৮৬০৯৯ *৮৬১০০স্টা.কে.গ. ৮৬১০১ *৮৬১০২স্টা.কে.গ.পী *৮৬১০৩ ৮৬১০৪ ৮৬১০৫ *৮৬১০৬স্টা.কে. ৮৬১০৭ *৮৬১০৮স্টা.কে.গ.পী ৮৬১০৯ *৮৬১১০স্টা. ৮৬১১১ ৮৬১১২ *৮৬১১৩স্টা.কে.গ. ৮৬১১৪ *৮৬১১৫ ৮৬১১৬ *৮৬১১৭স্টা.কে.গ.পী ৮৬১১৮ ৮৬১১৯ *৮৬১২০স্টা. ৮৬১২১ *৮৬১২২স্টা.কে.গ. *৮৬০৯১স্টা.কে.গ. ৮৬০৯২ *৮৬০৯৩স্টা.কে.গ. *৮৬০৯৪স্টা. ৮৬০৯৫ ৮৬০৯৬ *৮৬০৯৭স্টা.কে.গ.পী *৮৬০৯৮ ৮৬০৯৯ *৮৬১০০স্টা.কে.গ. ৮৬১০১ *৮৬১০২স্টা.কে.গ.পী *৮৬১০৩ ৮৬১০৪ ৮৬১০৫ *৮৬১০৬স্টা.কে. ৮৬১০৭ *৮৬১০৮স্টা.কে.গ.পী ৮৬১০৯ *৮৬১১০স্টা. ৮৬১১১ ৮৬১১২ *৮৬১১৩স্টা.কে.গ. ৮৬১১৪ *৮৬১১৫ ৮৬১১৬ *৮৬১১৭স্টা.কে.গ.পী ৮৬১১৮ ৮৬১১৯ *৮৬১২০স্টা. ৮৬১২১ *৮৬১২২স্টা.কে.গ. *৮৬০৯১স্টা.কে.গ. ৮৬০৯২ *৮৬০৯৩স্টা.কে.গ. *৮৬০৯৪স্টা. ৮৬০৯৫ ৮৬০৯৬ *৮৬০৯৭স্টা.কে.গ.পী *৮৬০৯৮ ৮৬০৯৯ *৮৬১০০স্টা.কে.গ. ৮৬১০১ *৮৬১০২স্টা.কে.গ.পী *৮৬১০৩ ৮৬১০৪ ৮৬১০৫ *৮৬১০৬স্টা.কে. ৮৬১০৭ *৮৬১০৮স্টা.কে.গ.পী ৮৬১০৯ *৮৬১১০স্টা. ৮৬১১১ ৮৬১১২ *৮৬১১৩স্টা.কে.গ. ৮৬১১৪ *৮৬১১৫ ৮৬১১৬ *৮৬১১৭স্টা.কে.গ.পী ৮৬১১৮ ৮৬১১৯ *৮৬১২০স্টা. ৮৬১২১ *৮৬১২২স্টা.কে.গ. *৮৬০৯১স্টা.কে.গ. ৮৬০৯২ *৮৬০৯৩স্টা.কে.গ. *৮৬০৯৪স্টা. ৮৬০৯৫ ৮৬০৯৬ *৮৬০৯৭স্টা.কে.গ.পী *৮৬০৯৮ ৮৬০৯৯ *৮৬১০০স্টা.কে.গ. ৮৬১০১ *৮৬১০২স্টা.কে.গ.পী *৮৬১০৩ ৮৬১০৪ ৮৬১০৫ *৮৬১০৬স্টা.কে. ৮৬১০৭ *৮৬১০৮স্টা.কে.গ.পী ৮৬১০৯ *৮৬১১০স্টা. ৮৬১১১ ৮৬১১২ *৮৬১১৩স্টা.কে.গ. ৮৬১১৪ *৮৬১১৫ ৮৬১১৬ *৮৬১১৭স্টা.কে.গ.পী ৮৬১১৮ ৮৬১১৯ *৮৬১২০স্টা. ৮৬১২১ *৮৬১২২স্টা.কে.গ. *৮৬০৯১স্টা.কে.গ. ৮৬০৯২ *৮৬০৯৩স্টা.কে.গ. *৮৬০৯৪স্টা. ৮৬০৯৫ ৮৬০৯৬ *৮৬০৯৭স্টা.কে.গ.পী *৮৬০৯৮ ৮৬০৯৯ *৮৬১০০স্টা.কে.গ. ৮৬১০১ *৮৬১০২স্টা.কে.গ.পী *৮৬১০৩ ৮৬১০৪ ৮৬১০৫ *৮৬১০৬স্টা.কে. ৮৬১০৭ *৮৬১০৮স্টা.কে.গ.পী ৮৬১০৯ *৮৬১১০স্টা. ৮৬১১১ ৮৬১১২ *৮৬১১৩স্টা.কে.গ. ৮৬১১৪ *৮৬১১৫ ৮৬১১৬ *৮৬১১৭স্টা.কে.গ.পী ৮৬১১৮ ৮৬১১৯ *৮৬১২০স্টা. ৮৬১২১ *৮৬১২২স্টা.কে.গ. *৮৬০৯১স্টা.কে.গ. ৮৬০৯২ *৮৬০৯৩স্টা.কে.গ. *৮৬০৯৪স্টা. ৮৬০৯৫ ৮৬০৯৬ *৮৬০৯৭স্টা.কে.গ.পী *৮৬০৯৮ ৮৬০৯৯ *৮৬১০০স্টা.কে.গ. ৮৬১০১ *৮৬১০২স্টা.কে.গ.পী *৮৬১০৩ ৮৬১০৪ ৮৬১০৫ *৮৬১০৬স্টা.কে. ৮৬১০৭ *৮৬১০৮স্টা.কে.গ.পী ৮৬১০৯ *৮৬১১০স্টা. ৮৬১১১ ৮৬১১২ *৮৬১১৩স্টা.কে.গ. ৮৬১১৪ *৮৬১১৫ ৮৬১১৬ *৮৬১১৭স্টা.কে.গ.পী ৮৬১১৮ ৮৬১১৯ *৮৬১২০স্টা. ৮৬১২১ *৮৬১২২স্টা.কে.গ. *৮৬০৯১স্টা.কে.গ. ৮৬০৯২ *৮৬০৯৩স্টা.কে.গ. *৮৬০৯৪স্টা. ৮৬০৯৫ ৮৬০৯৬ *৮৬০৯৭স্টা.কে.গ.পী *৮৬০৯৮ ৮৬০৯৯ *৮৬১০০স্টা.কে.গ. ৮৬১০১ *৮৬১০২স্টা.কে.গ.পী *৮৬১০৩ ৮৬১০৪ ৮৬১০৫ *৮৬১০৬স্টা.কে. ৮৬১০৭ *৮৬১০৮স্টা.কে.গ.পী ৮৬১০৯ *৮৬১১০স্টা. ৮৬১১১ ৮৬১১২ *৮৬১১৩স্টা.কে.গ. ৮৬১১৪ *৮৬১১৫ ৮৬১১৬ *৮৬১১৭স্টা.কে.গ.পী ৮৬১১৮ ৮৬১১৯ *৮৬১২০স্টা. ৮৬১২১ *৮৬১২২স্টা.কে.গ. *৮৬০৯১স্টা.কে.গ. ৮৬০৯২ *৮৬০৯৩স্টা.কে.গ. *৮৬০৯৪স্টা. ৮৬০৯৫ ৮৬০৯৬ *৮৬০৯৭স্টা.কে.গ.পী *৮৬০৯৮ ৮৬০৯৯ *৮৬১০০স্টা.কে.গ. ৮৬১০১ *৮৬১০২স্টা.কে.গ.পী *৮৬১০৩ ৮৬১০৪ ৮৬১০৫ *৮৬১০৬স্টা.কে. ৮৬১০৭ *৮৬১০৮স্টা.কে.গ.পী ৮৬১০৯ *৮৬১১০স্টা. ৮৬১১১ ৮৬১১২ *৮৬১১৩স্টা.কে.গ. ৮৬১১৪ *৮৬১১৫ ৮৬১১৬ *৮৬১১৭স্টা.কে.গ.পী ৮৬১১৮ ৮৬১১৯ *৮৬১২০স্টা. ৮৬১২১ *৮৬১২২স্টা.কে.গ. *৮৬০৯১স্টা.কে.গ. ৮৬০৯২ *৮৬০৯৩স্টা.কে.গ. *৮৬০৯৪স্টা. ৮৬০৯৫ ৮৬০৯৬ *৮৬০৯৭স্টা.কে.গ.পী *৮৬০৯৮ ৮৬০৯৯ *৮৬১০০স্টা.কে.গ. ৮৬১০১ *৮৬১০২স্টা.কে.গ.পী *৮৬১০৩ ৮৬১০৪ ৮৬১০৫ *৮৬১০৬স্টা.কে. ৮৬১০৭ *৮৬১০৮স্টা.কে.গ.পী ৮৬১০৯ *৮৬১১০স্টা. ৮৬১১১ ৮৬১১২ *৮৬১১৩স্টা.কে.গ. ৮৬১১৪ *৮৬১১৫ ৮৬১১৬ *৮৬১১৭স্টা.কে.গ.পী ৮৬১১৮ ৮৬১১৯ *৮৬১২০স্টা. ৮৬১২১ *৮৬১২২স্টা.কে.গ. *৮৬০৯১স্টা.কে.গ. ৮৬০৯২ *৮৬০৯৩স্টা.কে.গ. *৮৬০৯৪স্টা. ৮৬০৯৫ ৮৬০৯৬ *৮৬০৯৭স্টা.কে.গ.পী *৮৬০৯৮ ৮৬০৯৯ *৮৬১০০স্টা.কে.গ. ৮৬১০১ *৮৬১০২স্টা.কে.গ.পী *৮৬১০৩ ৮৬১০৪ ৮৬১০৫ *৮৬১০৬স্টা.কে. ৮৬১০৭ *৮৬১০৮স্টা.কে.গ.পী ৮৬১০৯ *৮৬১১০স্টা. ৮৬১১১ ৮৬১১২ *৮৬১১৩স্টা.কে.গ. ৮৬১১৪ *৮৬১১৫ ৮৬১১৬ *৮৬১১৭স্টা.কে.গ.পী ৮৬১১৮ ৮৬১১৯ *৮৬১২০স্টা. ৮৬১২১ *৮৬১২২স্টা.কে.গ. *৮৬০৯১স্টা.কে.গ. ৮৬০৯২ *৮৬০৯৩স্টা.কে.গ. *৮৬০৯৪স্টা. ৮৬০৯৫ ৮৬০৯৬ *৮৬০৯৭স্টা.কে.গ.পী *৮৬০৯৮ ৮৬০৯৯ *৮৬১০০স্টা.কে.গ. ৮৬১০১ *৮৬১০২স্টা.কে.গ.পী *৮৬১০৩ ৮৬১০৪ ৮৬১০৫ *৮৬১০৬স্টা.কে. ৮৬১০৭ *৮৬১০৮স্টা.কে.গ.পী ৮৬১০৯ *৮৬১১০স্টা. ৮৬১১১ ৮৬১১২ *৮৬১১৩স্টা.কে.গ. ৮৬১১৪ *৮৬১১৫ ৮৬১১৬ *৮৬১১৭স্টা.কে.গ.পী ৮৬১১৮ ৮৬১১৯ *৮৬১২০স্টা. ৮৬১২১ *৮৬১২২স্টা.কে.গ. *৮৬০৯১স্টা.কে.গ. ৮৬০৯২ *৮৬০৯৩স্টা.কে.গ. *৮৬০৯৪স্টা. ৮৬০৯৫ ৮৬০৯৬ *৮৬০৯৭স্টা.কে.গ.পী *৮৬০৯৮ ৮৬০৯৯ *৮৬১০০স্টা.কে.গ. ৮৬১০১ *৮৬১০২স্টা.কে.গ.পী *৮৬১০৩ ৮৬১০৪ ৮৬১০৫ *৮৬১০৬স্টা.কে. ৮৬১০৭ *৮৬১০৮স্টা.কে.গ.পী ৮৬১০৯ *৮৬১১০স্টা. ৮৬১১১ ৮৬১১২ *৮৬১১৩স্টা.কে.গ. ৮৬১১৪ *৮৬১১৫ ৮৬১১৬ *৮৬১১৭স্টা.কে.গ.পী ৮৬১১৮ ৮৬১১৯ *৮৬১২০স্টা. ৮৬১২১ *৮৬১২২স্টা.কে.গ. <box>16 182 417 1308</box>
college-heading: ইডেন মহিলা কলেজ, ঢাকা <box>441 1327 573 1341</box>
division-label: ফেল : <box>852 2088 871 2097</box>
roll-range: রোল নম্বর ৯৪৪০০—৯৪৯১৯ = ৫২০ জন। <box>441 1756 834 1769</box>
roll-list: ১০০৩০৪ ১০০৩০৫ ১০০৩০৬ ১০০৩০৭ ১০০৩০৮ ১০০৩০৯ ১০০৩১০ ১০০৩১১ ১০০৩১২ ১০০৩১৩ ১০০৩১৪ ১০০৩১৫ ১০০৩১৬ ১০০৩১৭ ১০০৩১৮ ১০০৩১৯ ১০০৩২০ ১০০৩২১ ১০০৩২২ ১০০৩২৩ ১০০৩২৪ ১০০৩২৫ ১০০৩২৬ ১০০৩২৭ ১০০৩২৮ ১০০৩০৪ ১০০৩০৫ ১০০৩০৬ ১০০৩০৭ ১০০৩০৮ ১০০৩০৯ ১০০৩১০ ১০০৩১১ ১০০৩১২ ১০০৩১৩ ১০০৩১৪ ১০০৩১৫ ১০০৩১৬ ১০০৩১৭ ১০০৩১৮ ১০০৩১৯ ১০০৩২০ ১০০৩২১ ১০০৩২২ ১০০৩২৩ ১০০৩২৪ ১০০৩২৫ ১০০৩২৬ ১০০৩২৭ ১০০৩২৮ ১০০৩০৪ ১০০৩০৫ ১০০৩০৬ ১০০৩০৭ ১০০৩০৮ ১০০৩০৯ ১০০৩১০ ১০০৩১১ ১০০৩১২ ১০০৩১৩ ১০০৩১৪ ১০০৩১৫ ১০০৩১৬ ১০০৩১৭ ১০০৩১৮ ১০০৩১৯ ১০০৩২০ ১০০৩২১ ১০০৩২২ ১০০৩২৩ ১০০৩২৪ ১০০৩২৫ ১০০৩২৬ ১০০৩২৭ ১০০৩২৮ ১০০৩০৪ ১০০৩০৫ ১০০৩০৬ ১০০৩০৭ ১০০৩০৮ ১০০৩০৯ ১০০৩১০ ১০০৩১১ ১০০৩১২ ১০০৩১৩ ১০০৩১৪ ১০০৩১৫ ১০০৩১৬ ১০০৩১৭ ১০০৩১৮ ১০০৩১৯ ১০০৩২০ ১০০৩২১ ১০০৩২২ ১০০৩২৩ ১০০৩২৪ ১০০৩২৫ ১০০৩২৬ ১০০৩২৭ ১০০৩২৮ ১০০৩০৪ ১০০৩০৫ ১০০৩০৬ ১০০৩০৭ ১০০৩০৮ ১০০৩০৯ ১০০৩১০ ১০০৩১১ ১০০৩১২ ১০০৩১৩ ১০০৩১৪ ১০০৩১৫ ১০০৩১৬ ১০০৩১৭ ১০০৩১৮ ১০০৩১৯ ১০০৩২০ ১০০৩২১ ১০০৩২২ ১০০৩২৩ ১০০৩২৪ ১০০৩২৫ ১০০৩২৬ ১০০৩২৭ ১০০৩২৮ ১০০৩০৪ ১০০৩০৫ ১০০৩০৬ ১০০৩০৭ ১০০৩০৮ ১০০৩০৯ ১০০৩১০ ১০০৩১১ ১০০৩১২ ১০০৩১৩ ১০০৩১৪ ১০০৩১৫ ১০০৩১৬ ১০০৩১৭ ১০০৩১৮ ১০০৩১৯ ১০০৩২০ ১০০৩২১ ১০০৩২২ ১০০৩২৩ ১০০৩২৪ ১০০৩২৫ ১০০৩২৬ ১০০৩২৭ ১০০৩২৮ ১০০৩০৪ ১০০৩০৫ ১০০৩০৬ ১০০৩০৭ ১০০৩০৮ ১০০৩০৯ ১০০৩১০ ১০০৩১১ ১০০৩১২ ১০০৩১৩ ১০০৩১৪ ১০০৩১৫ ১০০৩১৬ ১০০৩১৭ ১০০৩১৮ ১০০৩১৯ ১০০৩২০ ১০০৩২১ ১০০৩২২ ১০০৩২৩ ১০০৩২৪ ১০০৩২৫ ১০০৩২৬ ১০০৩২৭ ১০০৩২৮ ১০০৩০৪ ১০০৩০৫ ১০০৩০৬ ১০০৩০৭ ১০০৩০৮ ১০০৩০৯ ১০০৩১০ ১০০৩১১ ১০০৩১২ ১০০৩১৩ ১০০৩১৪ ১০০৩১৫ ১০০৩১৬ ১০০৩১৭ ১০০৩১৮ ১০০৩১৯ ১০০৩২০ ১০০৩২১ ১০০৩২২ ১০০৩২৩ ১০০৩২৪ ১০০৩২৫ ১০০৩২৬ ১০০৩২৭ ১০০৩২৮ ১০০৩০৪ ১০০৩০৫ ১০০৩০৬ ১০০৩০৭ ১০০৩০৮ ১০০৩০৯ ১০০৩১০ ১০০৩১১ ১০০৩১২ ১০০৩১৩ ১০০৩১৪ ১০০৩১৫ ১০০৩১৬ ১০০৩১৭ ১০০৩১৮ ১০০৩১৯ ১০০৩২০ ১০০৩২১ ১০০৩২২ ১০০৩২৩ ১০০৩২৪ ১০০৩২৫ ১০০৩২৬ ১০০৩২৭ ১০০৩২৮ ১০০৩০৪ ১০০৩০৫ ১০০৩০৬ ১০০৩০৭ ১০০৩০৮ ১০০৩০৯ ১০০৩১০ ১০০৩১১ ১০০৩১২ ১০০৩১৩ ১০০৩১৪ ১০০৩১৫ ১০০৩১৬ ১০০৩১৭ ১০০৩১৮ ১০০৩১৯ ১০০৩২০ ১০০৩২১ ১০০৩২২ ১০০৩২৩ ১০০৩২৪ ১০০৩২৫ ১০০৩২৬ ১০০৩২৭ ১০০৩২৮ ১০০৩০৪ ১০০৩০৫ ১০০৩০৬ ১০০৩০৭ ১০০৩০৮ ১০০৩০৯ ১০০৩১০ ১০০৩১১ ১০০৩১২ ১০০৩১৩ ১০০৩১৪ ১০০৩১৫ ১০০৩১৬ ১০০৩১৭ ১০০৩১৮ ১০০৩১৯ ১০০৩২০ ১০০৩২১ ১০০৩২২ ১০০৩২৩ ১০০৩২৪ ১০০৩২৫ ১০০৩২৬ ১০০৩২৭ ১০০৩২৮ ১০০৩০৪ ১০০৩০৫ ১০০৩০৬ ১০০৩০৭ ১০০৩০৮ ১০০৩০৯ ১০০৩১০ ১০০৩১১ ১০০৩১২ ১০০৩১৩ ১০০৩১৪ ১০০৩১৫ ১০০৩১৬ ১০০৩১৭ ১০০৩১৮ ১০০৩১৯ ১০০৩২০ ১০০৩২১ ১০০৩২২ ১০০৩২৩ ১০০৩২৪ ১০০৩২৫ ১০০৩২৬ ১০০৩২৭ ১০০৩২৮ ১০০৩০৪ ১০০৩০৫ ১০০৩০৬ ১০০৩০৭ ১০০৩০৮ ১০০৩০৯ ১০০৩১০ ১০০৩১১ ১০০৩১২ ১০০৩১৩ ১০০৩১৪ ১০০৩১৫ ১০০৩১৬ ১০০৩১৭ ১০০৩১৮ ১০০৩১৯ ১০০৩২০ ১০০৩২১ ১০০৩২২ ১০০৩২৩ ১০০৩২৪ ১০০৩২৫ ১০০৩২৬ ১০০৩২৭ ১০০৩২৮ ১০০৩০৪ ১০০৩০৫ ১০০৩০৬ ১০০৩০৭ ১০০৩০৮ ১০০৩০৯ ১০০৩১০ ১০০৩১১ ১০০৩১২ ১০০৩১৩ ১০০৩১৪ ১০০৩১৫ ১০০৩১৬ ১০০৩১৭ ১০০৩১৮ ১০০৩১৯ ১০০৩২০ ১০০৩২১ ১০০৩২২ ১০০৩২৩ ১০০৩২৪ ১০০৩২৫ ১০০৩২৬ ১০০৩২৭ ১০০৩২৮ ১০০৩০৪ ১০০৩০৫ ১০০৩০৬ ১০০৩০৭ ১০০৩০৮ ১০০৩০৯ ১০০৩১০ ১০০৩১১ ১০০৩১২ ১০০৩১৩ ১০০৩১৪ ১০০৩১৫ ১০০৩১৬ ১০০৩১৭ ১০০৩১৮ ১০০৩১৯ ১০০৩২০ ১০০৩২১ ১০০৩২২ ১০০৩২৩ ১০০৩২৪ ১০০৩২৫ ১০০৩২৬ ১০০৩২৭ ১০০৩২৮ ১০০৩০৪ ১০০৩০৫ ১০০৩০৬ ১০০৩০৭ ১০০৩০৮ ১০০৩০৯ ১০০৩১০ ১০০৩১১ ১০০৩১২ ১০০৩১৩ ১০০৩১৪ ১০০৩১৫ ১০০৩১৬ ১০০৩১৭ ১০০৩১৮ ১০০৩১৯ ১০০৩২০ ১০০৩২১ ১০০৩২২ ১০০৩২৩ ১০০৩২৪ ১০০৩২৫ ১০০৩২৬ ১০০৩২৭ ১০০৩২৮ ১০০৩০৪ ১০০৩০৫ ১০০৩০৬ ১০০৩০৭ ১০০৩০৮ ১০০৩০৯ ১০০৩১০ ১০০৩১১ ১০০৩১২ ১০০৩১৩ ১০০৩১৪ ১০০৩১৫ ১০০৩১৬ ১০০৩১৭ ১০০৩১৮ ১০০৩১৯ ১০০৩২০ ১০০৩২১ ১০০৩২২ ১০০৩২৩ ১০০৩২৪ ১০০৩২৫ ১০০৩২৬ ১০০৩২৭ ১০০৩২৮ ১০০৩০৪ ১০০৩০৫ ১০০৩০৬ ১০০৩০৭ ১০০৩০৮ ১০০৩০৯ ১০০৩১০ ১০০৩১১ ১০০৩১২ ১০০৩১৩ ১০০৩১৪ ১০০৩১৫ ১০০৩১৬ ১০০৩১৭ ১০০৩১৮ ১০০৩১৯ ১০০৩২০ ১০০৩২১ ১০০৩২২ ১০০৩২৩ ১০০৩২৪ ১০০৩২৫ ১০০৩২৬ ১০০৩২৭ ১০০৩২৮ ১০০৩০৪ ১০০৩০৫ ১০০৩০৬ ১০০৩০৭ ১০০৩০৮ ১০০৩০৯ ১০০৩১০ ১০০৩১১ ১০০৩১২ ১০০৩১৩ ১০০৩১৪ ১০০৩১৫ ১০০৩১৬ ১০০৩১৭ ১০০৩১৮ ১০০৩১৯ ১০০৩২০ ১০০৩২১ ১০০৩২২ ১০০৩২৩ ১০০৩২৪ ১০০৩২৫ ১০০৩২৬ ১০০৩২৭ ১০০৩২৮ ১০০৩০৪ ১০০৩০৫ ১০০৩০৬ ১০০৩০৭ ১০০৩০৮ ১০০৩০৯ ১০০৩১০ ১০০৩১১ ১০০৩১২ ১০০৩১৩ ১০০৩১৪ ১০০৩১৫ ১০০৩১৬ ১০০৩১৭ ১০০৩১৮ ১০০৩১৯ ১০০৩২০ ১০০৩২১ ১০০৩২২ ১০০৩২৩ ১০০৩২৪ ১০০৩২৫ ১০০৩২৬ ১০০৩২৭ ১০০৩২৮ ১০০৩০৪ ১০০৩০৫ ১০০৩০৬ ১০০৩০৭ ১০০৩০৮ ১০০৩০৯ ১০০৩১০ ১০০৩১১ ১০০৩১২ ১০০৩১৩ ১০০৩১৪ ১০০৩১৫ ১০০৩১৬ ১০০৩১৭ ১০০৩১৮ ১০০৩১৯ ১০০৩২০ ১০০৩২১ ১০০৩২২ ১০০৩২৩ ১০০৩২৪ ১০০৩২৫ ১০০৩২৬ ১০০৩২৭ ১০০৩২৮ ১০০৩০৪ ১০০৩০৫ ১০০৩০৬ ১০০৩০৭ ১০০৩০৮ ১০০৩০৯ ১০০৩১০ ১০০৩১১ ১০০৩১২ ১০০৩১৩ ১০০৩১৪ ১০০৩১৫ ১০০৩১৬ ১০০৩১৭ ১০০৩১৮ ১০০৩১৯ ১০০৩২০ ১০০৩২১ ১০০৩২২ ১০০৩২৩ ১০০৩২৪ ১০০৩২৫ ১০০৩২৬ ১০০৩২৭ ১০০৩২৮ ১০০৩০৪ ১০০৩০৫ ১০০৩০৬ ১০০৩০৭ ১০০৩০৮ ১০০৩০৯ ১০০৩১০ ১০০৩১১ ১০০৩১২ ১০০৩১৩ ১০০৩১৪ ১০০৩১৫ ১০০৩১৬ ১০০৩১৭ ১০০৩১৮ ১০০৩১৯ ১০০৩২০ ১০০৩২১ ১০০৩২২ ১০০৩২৩ ১০০৩২৪ ১০০৩২৫ ১০০৩২৬ ১০০৩২৭ ১০০৩২৮ ১০০৩০৪ ১০০৩০৫ ১০০৩০৬ ১০০৩০৭ ১০০৩০৮ ১০০৩০৯ ১০০৩১০ ১০০৩১১ ১০০৩১২ ১০০৩১৩ ১০০৩১৪ ১০০৩১৫ ১০০৩১৬ ১০০৩১৭ ১০০৩১৮ ১০০৩১৯ ১০০৩২০ ১০০৩২১ ১০০৩২২ ১০০৩২৩ ১০০৩২৪ ১০০৩২৫ ১০০৩২৬ ১০০৩২৭ ১০০৩২৮ ১০০৩০৪ ১০০৩০৫ ১০০৩০৬ ১০০৩০৭ ১০০৩০৮ ১০০৩০৯ ১০০৩১০ ১০০৩১১ ১০০৩১২ ১০০৩১৩ ১০০৩১৪ ১০০৩১৫ ১০০৩১৬ ১০০৩১৭ ১০০৩১৮ ১০০৩১৯ ১০০৩২০ ১০০৩২১ ১০০৩২২ ১০০৩২৩ ১০০৩২৪ ১০০৩২৫ ১০০৩২৬ ১০০৩২৭ ১০০৩২৮ ১০০৩০৪ ১০০৩০৫ ১০০৩০৬ ১০০৩০৭ ১০০৩০৮ ১০০৩০৯ ১০০৩১০ ১০০৩১১ ১০০৩১২ ১০০৩১৩ ১০০৩১৪ ১০০৩১৫ ১০০৩১৬ ১০০৩১৭ ১০০৩১৮ ১০০৩১৯ ১০০৩২০ ১০০৩২১ ১০০৩২২ ১০০৩২৩ ১০০৩২৪ ১০০৩২৫ ১০০৩২৬ ১০০৩২৭ ১০০৩২৮ ১০০৩০৪ ১০০৩০৫ ১০০৩০৬ ১০০৩০৭ ১০০৩০৮ ১০০৩০৯ ১০০৩১০ ১০০৩১১ ১০০৩১২ ১০০৩১৩ ১০০৩১৪ ১০০৩১৫ ১০০৩১৬ ১০০৩১৭ ১০০৩১৮ ১০০৩১৯ ১০০৩২০ ১০০৩২১ ১০০৩২২ ১০০৩২৩ ১০০৩২৪ ১০০৩২৫ ১০০৩২৬ ১০০৩২৭ ১০০৩২৮ ১০০৩০৪ ১০০৩০৫ ১০০৩০৬ ১০০৩০৭ ১০০৩০৮ ১০০৩০৯ ১০০৩১০ ১০০৩১১ ১০০৩১২ ১০০৩১৩ ১০০৩১৪ ১০০৩১৫ ১০০৩১৬ ১০০৩১৭ ১০০৩১৮ ১০০৩১৯ ১০০৩২০ ১০০৩২১ ১০০৩২২ ১০০৩২৩ ১০০৩২৪ ১০০৩২৫ ১০০৩২৬ ১০০৩২৭ ১০০৩২৮ ১০০৩০৪ ১০০৩০৫ ১০০৩০৬ ১০০৩০৭ ১০০৩০৮ ১০০৩০৯ ১০০৩১০ ১০০৩১১ ১০০৩১২ ১০০৩১৩ ১০০৩১৪ ১০০৩১৫ ১০০৩১৬ ১০০৩১৭ ১০০৩১৮ ১০০৩১৯ ১০০৩২০ ১০০৩২১ ১০০৩২২ ১০০৩২৩ ১০০৩২৪ ১০০৩২৫ ১০০৩২৬ ১০০৩২৭ ১০০৩২৮ ১০০৩০৪ ১০০৩০৫ ১০০৩০৬ ১০০৩০৭ ১০০৩০৮ ১০০৩০৯ ১০০৩১০ ১০০৩১১ ১০০৩১২ ১০০৩১৩ ১০০৩১৪ ১০০৩১৫ ১০০৩১৬ ১০০৩১৭ ১০০৩১৮ ১০০৩১৯ ১০০৩২০ ১০০৩২১ ১০০৩২২ ১০০৩২৩ ১০০৩২৪ ১০০৩২৫ ১০০৩২৬ ১০০৩২৭ ১০০৩২৮ ১০০৩০৪ ১০০৩০৫ ১০০৩০৬ ১০০৩০৭ ১০০৩০৮ ১০০৩০৯ ১০০৩১০ ১০০৩১১ ১০০৩১২ ১০০৩১৩ ১০০৩১৪ ১০০৩১৫ ১০০৩১৬ ১০০৩১৭ ১০০৩১৮ ১০০৩১৯ ১০০৩২০ ১০০৩২১ ১০০৩২২ ১০০৩২৩ ১০০৩২৪ ১০০৩২৫ ১০০৩২৬ ১০০৩২৭ ১০০৩২৮ ১০০৩০৪ ১০০৩০৫ ১০০৩০৬ ১০০৩০৭ ১০০৩০৮ ১০০৩০৯ ১০০৩১০ ১০০৩১১ ১০০৩১২ ১০০৩১৩ ১০০৩১৪ ১০০৩১৫ ১০০৩১৬ ১০০৩১৭ ১০০৩১৮ ১০০৩১৯ ১০০৩২০ ১০০৩২১ ১০০৩২২ ১০০৩২৩ ১০০৩২৪ ১০০৩২৫ ১০০৩২৬ ১০০৩২৭ ১০০৩২৮ ১০০৩০৪ ১০০৩০৫ ১০০৩০৬ ১০০৩০৭ ১০০৩০৮ ১০০৩০৯ ১০০৩১০ ১০০৩১১ ১০০৩১২ ১০০৩১৩ ১০০৩১৪ ১০০৩১৫ ১০০৩১৬ ১০০৩১৭ ১০০৩১৮ ১০০৩১৯ ১০০৩২০ ১০০৩২১ ১০০৩২২ ১০০৩২৩ ১০০৩২৪ ১০০৩২৫ ১০০৩২৬ ১০০৩২৭ ১০০৩২৮ ১০০৩০৪ ১০০৩০৫ ১০০৩০৬ ১০০৩০৭ ১০০৩০৮ ১০০৩০৯ ১০০৩১০ ১০০৩১১ ১০০৩১২ ১০০৩১৩ ১০০৩১৪ ১০০৩১৫ ১০০৩১৬ ১০০৩১৭ ১০০৩১৮ ১০০৩১৯ ১০০৩২০ ১০০৩২১ ১০০৩২২ ১০০৩২৩ ১০০৩২৪ ১০০৩২৫ ১০০৩২৬ ১০০৩২৭ ১০০৩২৮ ১০০৩০৪ ১০০৩০৫ ১০০৩০৬ ১০০৩০৭ ১০০৩০৮ ১০০৩০৯ ১০০৩১০ ১০০৩১১ ১০০৩১২ ১০০৩১৩ ১০০৩১৪ ১০০৩১৫ ১০০৩১৬ ১০০৩১৭ ১০০৩১৮ ১০০৩১৯ ১০০৩২০ ১০০৩২১ ১০০৩২২ ১০০৩২৩ ১০০৩২৪ ১০০৩২৫ ১০০৩২৬ ১০০৩২৭ ১০০৩২৮ ১০০৩০৪ ১০০৩০৫ ১০০৩০৬ ১০০৩০৭ ১০০৩০৮ ১০০৩০৯ ১০০৩১০ ১০০৩১১ ১০০৩১২ ১০০৩১৩ ১০০৩১৪ ১০০৩১৫ ১০০৩১৬ ১০০৩১৭ ১০০৩১৮ ১০০৩১৯ ১০০৩২০ ১০০৩২১ ১০০৩২২ ১০০৩২৩ ১০০৩২৪ ১০০৩২৫ ১০০৩২৬ ১০০৩২৭ ১০০৩২৮ ১০০৩০৪ ১০০৩০৫ ১০০৩০৬ ১০০৩০৭ ১০০৩০৮ ১০০৩০৯ ১০০৩১০ ১০০৩১১ ১০০৩১২ ১০০৩১৩ ১০০৩১৪ ১০০৩১৫ ১০০৩১৬ ১০০৩১৭ ১০০৩১৮ ১০০৩১৯ ১০০৩২০ ১০০৩২১ ১০০৩২২ ১০০৩২ <box>16 1453 417 2200</box>
division-label: দ্বিতীয় বিভাগ : <box>441 1020 487 1029</box>
roll-range: রোল নম্বর ৮৭৮৬১ — ৮৮৩৫৯ = ৫৭৯ জন। <box>441 132 834 145</box>
college-heading: ঢাকা কলেজ, ঢাকা <box>16 138 109 153</box>
college-heading: সিদ্ধেশ্বরী গার্লস কলেজ, ঢাকা <box>852 886 998 900</box>
roll-range: রোল নম্বর ১২০৫৪—১২৪৩৯ = ৩৮৬ জন। <box>852 1405 1247 1418</box>
roll-list: ১০০৩০৪ ১০০৩০৫ ১০০৩০৬ ১০০৩০৭ ১০০৩০৮ ১০০৩০৯ ১০০৩১০ ১০০৩১১ ১০০৩১২ ১০০৩১৩ ১০০৩১৪ ১০০৩১৫ ১০০৩১৬ ১০০৩১৭ ১০০৩১৮ ১০০৩১৯ ১০০৩২০ ১০০৩২১ ১০০৩২২ ১০০৩২৩ ১০০৩২৪ ১০০৩২৫ ১০০৩২৬ ১০০৩২৭ ১০০৩২৮ ১০০৩০৪ ১০০৩০৫ ১০০৩০৬ ১০০৩০৭ ১০০৩০৮ ১০০৩০৯ ১০০৩১০ ১০০৩১১ ১০০৩১২ ১০০৩১৩ ১০০৩১৪ ১০০৩১৫ ১০০৩১৬ ১০০৩১৭ ১০০৩১৮ ১০০৩১৯ ১০০৩২০ ১০০৩২১ ১০০৩২২ ১০০৩২৩ ১০০৩২৪ ১০০৩২৫ ১০০৩২৬ ১০০৩২৭ ১০০৩২৮ ১০০৩০৪ ১০০৩০৫ ১০০৩০৬ ১০০৩০৭ ১০০৩০৮ ১০০৩০৯ ১০০৩১০ ১০০৩১১ ১০০৩১২ ১০০৩১৩ ১০০৩১৪ ১০০৩১৫ ১০০৩১৬ ১০০৩১৭ ১০০৩১৮ ১০০৩১৯ ১০০৩২০ ১০০৩২১ ১০০৩২২ ১০০৩২৩ ১০০৩২৪ ১০০৩২৫ ১০০৩২৬ ১০০৩২৭ ১০০৩২৮ ১০০৩০৪ ১০০৩০৫ ১০০৩০৬ ১০০৩০৭ ১০০৩০৮ ১০০৩০৯ ১০০৩১০ ১০০৩১১ ১০০৩১২ ১০০৩১৩ ১০০৩১৪ ১০০৩১৫ ১০০৩১৬ ১০০৩১৭ ১০০৩১৮ ১০০৩১৯ ১০০৩২০ ১০০৩২১ ১০০৩২২ ১০০৩২৩ ১০০৩২৪ ১০০৩২৫ ১০০৩২৬ ১০০৩২৭ ১০০৩২৮ ১০০৩০৪ ১০০৩০৫ ১০০৩০৬ ১০০৩০৭ ১০০৩০৮ ১০০৩০৯ ১০০৩১০ ১০০৩১১ ১০০৩১২ ১০০৩১৩ ১০০৩১৪ ১০০৩১৫ ১০০৩১৬ ১০০৩১৭ ১০০৩১৮ ১০০৩১৯ ১০০৩২০ ১০০৩২১ ১০০৩২২ ১০০৩২৩ ১০০৩২৪ ১০০৩২৫ ১০০৩২৬ ১০০৩২৭ ১০০৩২৮ ১০০৩০৪ ১০০৩০৫ ১০০৩০৬ ১০০৩০৭ ১০০৩০৮ ১০০৩০৯ ১০০৩১০ ১০০৩১১ ১০০৩১২ ১০০৩১৩ ১০০৩১৪ ১০০৩১৫ ১০০৩১৬ ১০০৩১৭ ১০০৩১৮ ১০০৩১৯ ১০০৩২০ ১০০৩২১ ১০০৩২২ ১০০৩২৩ ১০০৩২৪ ১০০৩২৫ ১০০৩২৬ <box>1265 1202 1656 1323</box>
science-group-title: Science Group : <box>116 103 335 135</box>
roll-list: ১২৪৪০ ১২৪৪১ ১২৪৪২ ১২৪৪৩ *১২৪৪৪স্টা. ১২৪৪৫ ১২৪৪৬ ১২৪৪৭ ১২৪৪৮ ১২৪৪৯ ১২৪৫০ *১২৪৫১স্টা.গ. ১২৪৫২ ১২৪৫৩ ১২৪৫৪ ১২৪৫৫ ১২৪৫৬ ১২৪৫৭ ১২৪৫৮ ১২৪৫৯ ১২৪৬০ ১২৪৪০ ১২৪৪১ ১২৪৪২ ১২৪৪৩ *১২৪৪৪স্টা. ১২৪৪৫ ১২৪৪৬ ১২৪৪৭ ১২৪৪৮ ১২৪৪৯ ১২৪৫০ *১২৪৫১স্টা.গ. ১২৪৫২ ১২৪৫৩ ১২৪৫৪ ১২৪৫৫ ১২৪৫৬ ১২৪৫৭ ১২৪৫৮ ১২৪৫৯ ১২৪৬০ ১২৪৪০ ১২৪৪১ ১২৪৪২ ১২৪৪৩ *১২৪৪৪স্টা. ১২৪৪৫ ১২৪৪৬ ১২৪৪৭ ১২৪৪৮ ১২৪৪৯ ১২৪৫০ *১২৪৫১স্টা.গ. ১২৪৫২ ১২৪৫৩ ১২৪৫৪ ১২৪৫৫ ১২৪৫৬ ১২৪৫৭ ১২৪৫৮ ১২৪৫৯ ১২৪৬০ ১২৪৪০ ১২৪৪১ ১২৪৪২ ১২৪৪৩ *১২৪৪৪স্টা. ১২৪৪৫ ১২৪৪৬ ১২৪৪৭ ১২৪৪৮ ১২৪৪৯ ১২৪৫০ *১২৪৫১স্টা.গ. ১২৪৫২ ১২৪৫৩ ১২৪৫৪ ১২৪৫৫ ১২৪৫৬ ১২৪৫৭ ১২৪৫৮ ১২৪৫৯ ১২৪৬০ ১২৪৪০ ১২৪৪১ ১২৪৪২ ১২৪৪৩ *১২৪৪৪স্টা. ১২৪৪৫ ১২৪৪৬ ১২৪৪৭ ১২৪৪৮ ১২৪৪৯ ১২৪৫০ *১২৪৫১স্টা.গ. ১২৪৫২ ১২৪৫৩ ১২৪৫৪ ১২৪৫৫ ১২৪৫৬ ১২৪৫৭ ১২৪৫৮ ১২৪৫৯ ১২৪৬০ ১২৪৪০ ১২৪৪১ <box>1265 1459 1656 1539</box>
college-heading: আদমজী ক্যান্টনমেন্ট কলেজ <box>441 1739 580 1754</box>
roll-range: রোল নম্বর ১২৪৪০—১২৫৯৫ = ১৫৬ জন। <box>852 1843 1247 1856</box>
college-heading: বি, এ, এফ, শাহীন কলেজ <box>852 441 983 456</box>
division-label: অনুপস্থিত : <box>441 103 476 112</box>
college-heading: ঢাকা সিটি কলেজ, ঢাকা <box>441 116 560 130</box>
masthead-page: The Daily Star 7 <box>1564 0 1656 10</box>
division-label: তৃতীয় বিভাগ : <box>16 1392 61 1401</box>
roll-range: রোল নম্বর ৯৪৩০১—৯৪৩৯৯ = ৯৯ জন। <box>441 1617 834 1630</box>
roll-list: ১২৪৪০ ১২৪৪১ ১২৪৪২ ১২৪৪৩ *১২৪৪৪স্টা. ১২৪৪৫ ১২৪৪৬ ১২৪৪৭ ১২৪৪৮ ১২৪৪৯ ১২৪৫০ *১২৪৫১স্টা.গ. ১২৪৫২ ১২৪৫৩ ১২৪৫৪ ১২৪৫৫ ১২৪৫৬ ১২৪৫৭ ১২৪৫৮ ১২৪৫৯ ১২৪৬০ ১২৪৪০ ১২৪৪১ ১২৪৪২ ১২৪৪৩ *১২৪৪৪স্টা. ১২৪৪৫ ১২৪৪৬ ১২৪৪৭ ১২৪৪৮ ১২৪৪৯ ১২৪৫০ *১২৪৫১স্টা.গ. ১২৪৫২ ১২৪৫৩ ১২৪৫৪ ১২৪৫৫ ১২৪৫৬ ১২৪৫৭ ১২৪৫৮ ১২৪৫৯ ১২৪৬০ ১২৪৪০ ১২৪৪১ ১২৪৪২ ১২৪৪৩ *১২৪৪৪স্টা. ১২৪৪৫ ১২৪৪৬ ১২৪৪৭ ১২৪৪৮ ১২৪৪৯ ১২৪৫০ *১২৪৫১স্টা.গ. ১২৪৫২ ১২৪৫৩ ১২৪৫৪ ১২৪৫৫ ১২৪৫৬ ১২৪৫৭ ১২৪৫৮ ১২৪৫৯ ১২৪৬০ ১২৪৪০ ১২৪৪১ ১২৪৪২ ১২৪৪৩ *১২৪৪৪স্টা. ১২৪৪৫ ১২৪৪৬ ১২৪৪৭ ১২৪৪৮ ১২৪৪৯ ১২৪৫০ *১২৪৫১স্টা.গ. ১২৪৫২ ১২৪৫৩ ১২৪৫৪ ১২৪৫৫ ১২৪৫৬ <box>1265 1362 1656 1420</box>
roll-list: ১২৪৪০ ১২৪৪১ ১২৪৪২ ১২৪৪৩ *১২৪৪৪স্টা. ১২৪৪৫ ১২৪৪৬ ১২৪৪৭ ১২৪৪৮ ১২৪৪৯ ১২৪৫০ *১২৪৫১স্টা.গ. ১২৪৫২ ১২৪৫৩ ১২৪৫৪ ১২৪৫৫ ১২৪৫৬ ১২৪৫৭ ১২৪৫৮ ১২৪৫৯ ১২৪৬০ ১২৪৪০ ১২৪৪১ ১২৪৪২ ১২৪৪৩ *১২৪৪৪স্টা. ১২৪৪৫ ১২৪৪৬ ১২৪৪৭ ১২৪৪৮ ১২৪৪৯ ১২৪৫০ *১২৪৫১স্টা.গ. ১২৪৫২ ১২৪৫৩ ১২৪৫৪ ১২৪৫৫ ১২৪৫৬ ১২৪৫৭ ১২৪৫৮ ১২৪৫৯ ১২৪৬০ ১২৪৪০ ১২৪৪১ ১২৪৪২ ১২৪৪৩ *১২৪৪৪স্টা. ১২৪৪৫ ১২৪৪৬ ১২৪৪৭ ১২৪৪৮ ১২৪৪৯ ১২৪৫০ *১২৪৫১স্টা.গ. ১২৪৫২ ১২৪৫৩ ১২৪৫৪ ১২৪৫৫ ১২৪৫৬ ১২৪৫৭ ১২৪৫৮ ১২৪৫৯ ১২৪৬০ ১২৪৪০ ১২৪৪১ ১২৪৪২ ১২৪৪৩ *১২৪৪৪স্টা. ১২৪৪৫ ১২৪৪৬ ১২৪৪৭ ১২৪৪৮ ১২৪৪৯ ১২৪৫০ *১২৪৫১স্টা.গ. ১২৪৫২ ১২৪৫৩ ১২৪৫৪ ১২৪৫৫ ১২৪৫৬ ১২৪৫৭ ১২৪৫৮ ১২৪৫৯ ১২৪৬০ ১২৪৪০ ১২৪৪১ ১২৪৪২ ১২৪৪৩ *১২৪৪৪স্টা. ১২৪৪৫ ১২৪৪৬ ১২৪৪৭ ১২৪৪৮ ১২৪৪৯ ১২৪৫০ *১২৪৫১স্টা.গ. ১২৪৫২ ১২৪৫৩ ১২৪৫৪ ১২৪৫৫ ১২৪৫৬ ১২৪৫৭ ১২৪৫৮ ১২৪৫৯ ১২৪৬০ ১২৪৪০ ১২৪৪১ ১২৪৪২ ১২৪৪৩ *১২৪৪৪স্টা. ১২৪৪৫ ১২৪৪৬ ১২৪৪৭ ১২৪৪৮ ১২৪৪৯ ১২৪৫০ *১২৪৫১স্টা.গ. ১২৪৫২ ১২৪৫৩ ১২৪৫৪ ১২৪৫৫ ১২৪৫৬ ১২৪৫৭ ১২৪৫৮ ১২৪৫৯ ১২৪৬০ ১২৪৪০ ১২৪৪১ ১২৪৪২ ১২৪৪৩ *১২৪৪৪স্টা. ১২৪৪৫ ১২৪৪৬ ১২৪৪৭ ১২৪৪৮ ১২৪৪৯ ১২৪৫০ *১২৪৫১স্টা.গ. ১২৪৫২ ১২৪৫৩ ১২৪৫৪ ১২৪৫৫ ১২৪৫৬ ১২৪৫৭ ১২৪৫৮ ১২৪৫৯ ১২৪৬০ ১২৪৪০ ১২৪৪১ ১২৪৪২ ১২৪৪৩ *১২৪৪৪স্টা. ১২৪৪৫ ১২৪৪৬ ১২৪৪৭ ১২৪৪৮ ১২৪৪৯ ১২৪৫০ *১২৪৫১স্টা.গ. ১২৪৫২ ১২৪৫৩ ১২৪৫৪ ১২৪৫৫ ১২৪৫৬ ১২৪৫৭ ১২৪৫৮ ১২৪৫৯ ১২৪৬০ ১২৪৪০ ১২৪৪১ ১২৪৪২ ১২৪৪৩ *১২৪৪৪স্টা. ১২৪৪৫ ১২৪৪৬ ১২৪৪৭ ১২৪৪৮ ১২৪৪৯ ১২৪৫০ *১২৪৫১স্টা.গ. ১২৪৫২ ১২৪৫৩ ১২৪৫৪ ১২৪৫৫ ১২৪৫৬ ১২৪৫৭ ১২৪৫৮ ১২৪৫৯ ১২৪৬০ ১২৪৪০ ১২৪৪১ ১২৪৪২ ১২৪৪৩ *১২৪৪৪স্টা. ১২৪৪৫ ১২৪৪৬ ১২৪৪৭ ১২৪৪৮ ১২৪৪৯ ১২৪৫০ *১২৪৫১স্টা.গ. ১২৪৫২ ১২৪৫৩ ১২৪৫৪ ১২৪৫৫ ১২৪৫৬ ১২৪৫৭ ১২৪৫৮ ১২৪৫৯ ১২৪৬০ ১২৪৪০ ১২৪৪১ ১২৪৪২ ১২৪৪৩ *১২৪৪৪স্টা. ১২৪৪৫ ১২৪৪৬ ১২৪৪৭ ১২৪৪৮ ১২৪৪৯ ১২৪৫০ *১২৪৫১স্টা.গ. ১২৪৫২ ১২৪৫৩ ১২৪৫৪ ১২৪৫৫ ১২৪৫৬ ১২৪৫৭ ১২৪৫৮ ১২৪৫৯ ১২৪৬০ ১২৪৪০ ১২৪৪১ ১২৪৪২ ১২৪৪৩ *১২৪৪৪স্টা. ১২৪৪৫ ১২৪৪৬ ১২৪৪৭ ১২৪৪৮ ১২৪৪৯ ১২৪৫০ *১২৪৫১স্টা.গ. ১২৪৫২ ১২৪৫৩ ১২৪৫৪ ১২৪৫৫ ১২৪৫৬ ১২৪৫৭ ১২৪৫৮ ১২৪৫৯ ১২৪৬০ ১২৪৪০ ১২৪৪১ ১২৪৪২ ১২৪৪৩ *১২৪৪৪স্টা. ১২৪৪৫ ১২৪৪৬ ১২৪৪৭ ১২৪৪৮ ১২৪৪৯ ১২৪৫০ *১২৪৫১স্টা.গ. ১২৪৫২ ১২৪৫৩ ১২৪৫৪ ১২৪৫৫ ১২৪৫৬ ১২৪৫৭ ১২৪৫৮ ১২৪৫৯ ১২৪৬০ ১২৪৪০ ১২৪৪১ ১২৪৪২ ১২৪৪৩ *১২৪৪৪স্টা. ১২৪৪৫ ১২৪৪৬ ১২৪৪৭ ১২৪৪৮ ১২৪৪৯ ১২৪৫০ *১২৪৫১স্টা.গ. ১২৪৫২ ১২৪৫৩ ১২৪৫৪ ১২৪৫৫ ১২৪৫৬ ১২৪৫৭ ১২৪৫৮ ১২৪৫৯ ১২৪৬০ ১২৪৪০ ১২৪৪১ ১২৪ <box>441 1359 834 1582</box>
roll-list: ১০০৩০৪ ১০০৩০৫ ১০০৩০৬ ১০০৩০৭ ১০০৩০৮ ১০০৩০৯ ১০০৩১০ ১০০৩১১ ১০০৩১২ ১০০৩১৩ ১০০৩১৪ ১০০৩১৫ ১০০৩১৬ ১০০৩১৭ ১০০৩১৮ ১০০৩১৯ ১০০৩২০ ১০০৩২১ ১০০৩২২ ১০০৩২৩ ১০০৩২৪ ১০০৩২৫ ১০০৩২৬ ১০০৩২৭ ১০০৩২৮ ১০০৩০৪ ১০০৩০৫ ১০০৩০৬ ১০০৩০৭ ১০০৩০৮ ১০০৩০৯ ১০০৩১০ ১০০৩১১ ১০০৩১২ ১০০৩১৩ ১০০৩১৪ ১০০৩১৫ ১০০৩১৬ ১০০৩১৭ ১০০৩১৮ ১০০৩১৯ ১০০৩২০ ১০০৩২১ ১০০৩২২ ১০০৩২৩ ১০০৩২৪ ১০০৩২৫ ১০০৩২৬ ১০০৩২৭ ১০০৩২৮ ১০০৩০৪ ১০০৩০৫ ১০০৩০৬ ১০০৩০৭ ১০০৩০৮ ১০০৩০৯ ১০০৩১০ ১০০৩১১ ১০০৩১২ ১০০৩১৩ ১০০৩১৪ ১০০৩১৫ ১০০৩১৬ ১০০৩১৭ ১০০৩১৮ ১০০৩১৯ ১০০৩২০ ১০০৩২১ ১০০৩২২ ১০০৩২৩ ১০০৩২৪ ১০০৩২৫ ১০০৩২৬ ১০০৩২৭ ১০০৩২৮ ১০০৩ <box>16 1327 417 1385</box>
roll-list: ১২৪৪০ ১২৪৪১ ১২৪৪২ ১২৪৪৩ *১২৪৪৪স্টা. ১২৪৪৫ ১২৪৪৬ ১২৪৪৭ ১২৪৪৮ ১২৪৪৯ ১২৪৫০ *১২৪৫১স্টা.গ. ১২৪৫২ ১২৪৫৩ ১২৪৫৪ ১২৪৫৫ ১২৪৫৬ ১২৪৫৭ ১২৪৫৮ ১২৪৫৯ ১২৪৬০ ১২৪৪০ ১২৪৪১ ১২৪৪২ ১২৪৪৩ *১২৪৪৪স্টা. ১২৪৪৫ ১২৪৪৬ ১২৪৪৭ ১২৪৪৮ ১২৪৪৯ ১২৪৫০ *১২৪৫১স্টা.গ. ১২৪৫২ ১২৪৫৩ ১২৪৫৪ ১২৪৫৫ ১২৪৫৬ ১২৪৫৭ ১২৪৫৮ ১২৪৫৯ ১২৪৬০ ১২৪৪০ ১২৪৪১ ১২৪৪২ ১২৪৪৩ *১২৪৪৪স্টা. ১২৪৪৫ ১২৪৪৬ ১২৪৪৭ ১২৪৪৮ ১২৪৪৯ ১২৪৫০ *১২৪৫১স্টা.গ. ১২৪৫২ ১২৪৫৩ ১২৪৫৪ ১২৪৫৫ ১২৪৫৬ ১২৪৫৭ ১২৪৫৮ ১২৪৫৯ ১২৪৬০ ১২৪৪০ ১২৪৪১ ১২৪৪২ ১২৪৪৩ *১২৪৪৪স্টা. ১২৪৪৫ ১২৪৪৬ ১২৪৪৭ ১২৪৪৮ ১২৪৪৯ ১২৪৫০ *১২৪৫১স্টা.গ. ১২৪৫২ ১২৪৫৩ ১২৪৫৪ ১২৪৫৫ ১২৪৫৬ <box>1265 1578 1656 1637</box>
roll-list: ১২৪৪০ ১২৪৪১ ১২৪৪২ ১২৪৪৩ *১২৪৪৪স্টা. ১২৪৪৫ ১২৪৪৬ ১২৪৪৭ ১২৪৪৮ ১২৪৪৯ ১২৪৫০ *১২৪৫১স্টা.গ. ১২৪৫২ ১২৪৫৩ ১২৪৫৪ ১২৪৫৫ ১২৪৫৬ ১২৪৫৭ ১২৪৫৮ ১২৪৫৯ ১২৪৬০ ১২৪৪০ ১২৪৪১ ১২৪৪২ ১২৪৪৩ *১২৪৪৪স্টা. ১২৪৪৫ ১২৪৪৬ ১২৪৪৭ ১২৪৪৮ ১২৪৪৯ ১২৪৫০ *১২৪৫১স্টা.গ. ১২৪৫২ ১২৪৫৩ ১২৪৫৪ ১২৪৫৫ ১২৪৫৬ ১২৪৫৭ ১২৪৫৮ ১২৪৫৯ ১২৪৬০ ১২৪৪০ ১২৪৪১ ১২৪৪২ ১২৪৪৩ *১২৪৪৪স্টা. ১২৪৪৫ ১২৪৪৬ ১২৪৪৭ ১২৪৪৮ ১২৪৪৯ ১২৪৫০ *১২৪৫১স্টা.গ. ১২৪৫২ ১২৪৫৩ ১২৪৫৪ ১২৪৫৫ ১২৪৫৬ ১২৪৫৭ ১২৪৫৮ ১২৪৫৯ ১২৪৬০ ১২৪৪০ ১২৪৪১ ১২৪৪২ ১২৪৪৩ *১২৪৪৪স্টা. ১২৪৪৫ ১২৪৪৬ ১২৪৪৭ ১২৪৪৮ ১২৪৪৯ ১২৪৫০ *১২৪৫১স্টা.গ. ১২৪৫২ ১২৪৫৩ ১২৪৫৪ ১২৪৫৫ ১২৪৫৬ ১২ <box>852 2133 1247 2191</box>
division-label: দ্বিতীয় বিভাগ : <box>852 1045 898 1054</box>
roll-range: রোল নম্বর ১৮৬০৯১—৮৭৭৬৯ = ৭৯২জন। <box>16 155 417 168</box>
roll-list: *৮৬০৯১স্টা.কে.গ. ৮৬০৯২ *৮৬০৯৩স্টা.কে.গ. *৮৬০৯৪স্টা. ৮৬০৯৫ ৮৬০৯৬ *৮৬০৯৭স্টা.কে.গ.পী *৮৬০৯৮ ৮৬০৯৯ *৮৬১০০স্টা.কে.গ. ৮৬১০১ *৮৬১০২স্টা.কে.গ.পী *৮৬১০৩ ৮৬১০৪ ৮৬১০৫ *৮৬১০৬স্টা.কে. ৮৬১০৭ *৮৬১০৮স্টা.কে.গ.পী ৮৬১০৯ *৮৬১১০স্টা. ৮৬১১১ ৮৬১১২ *৮৬১১৩স্টা.কে.গ. ৮৬১১৪ *৮৬১১৫ ৮৬১১৬ *৮৬১১৭স্টা.কে.গ.পী ৮৬১১৮ ৮৬১১৯ *৮৬১২০স্টা. ৮৬১২১ *৮৬১২২স্টা.কে.গ. *৮৬০৯১স্টা.কে.গ. ৮৬০৯২ *৮৬০৯৩স্টা.কে.গ. *৮৬০৯৪স্টা. ৮৬০৯৫ ৮৬০৯৬ *৮৬০৯৭স্টা.কে.গ.পী *৮৬০৯৮ ৮৬০৯৯ *৮৬১০০স্টা.কে.গ. ৮৬১০১ *৮৬১০২স্টা.কে.গ.পী *৮৬১০৩ ৮৬১০৪ ৮৬১০৫ *৮৬১০৬স্টা.কে. ৮৬১০৭ *৮৬১০৮স্টা.কে.গ.পী ৮৬১০৯ *৮৬১১০স্টা. ৮৬১১১ ৮৬১১২ *৮৬১১৩স্টা.কে.গ. ৮৬১১৪ *৮৬১১৫ ৮৬১১৬ *৮৬১১৭স্টা.কে.গ.পী ৮৬১১৮ ৮৬১১৯ *৮৬১২০স্টা. ৮৬১২১ *৮৬১২২স্টা.কে.গ. *৮৬০৯১স্টা.কে.গ. ৮৬০৯২ *৮৬০৯৩স্টা.কে.গ. *৮৬০৯৪স্টা. ৮৬০৯৫ ৮৬০৯৬ *৮৬০৯৭স্টা.কে.গ.পী *৮৬০৯৮ ৮৬০৯৯ *৮৬১০০স্টা.কে.গ. ৮৬১০১ *৮৬১০২স্টা.কে.গ.পী *৮৬১০৩ ৮৬১০৪ ৮৬১০৫ *৮৬১০৬স্টা.কে. ৮৬১০৭ *৮৬১০৮স্টা.কে.গ.পী ৮৬১০৯ *৮৬১১০স্টা. ৮৬১১১ ৮৬১১২ *৮৬১১৩স্টা.কে.গ. ৮৬১১৪ *৮৬১১৫ ৮৬১১৬ *৮৬১১৭স্টা.কে.গ.পী ৮৬১১৮ ৮৬১১৯ *৮৬১২০স্টা. ৮৬১২১ *৮৬১২২স্টা.কে.গ. *৮৬০৯১স্টা.কে.গ. ৮৬০৯২ *৮৬০৯৩স্টা.কে.গ. *৮৬০৯৪স্টা. ৮৬০৯৫ ৮৬০৯৬ *৮৬০৯৭স্টা.কে.গ.পী *৮৬০৯৮ ৮৬০৯৯ *৮৬১০০স্টা.কে.গ. ৮৬১০১ *৮৬১০২স্টা.কে.গ.পী *৮৬১০৩ ৮৬১০৪ ৮৬১০৫ *৮৬১০৬স্টা.কে. ৮৬১০৭ *৮৬১০৮স্টা.কে.গ.পী ৮৬১০৯ *৮৬১১০স্টা. ৮৬১১১ ৮৬১১২ *৮৬১১৩স্টা.কে.গ. ৮৬১১৪ *৮৬১১৫ ৮৬১১৬ *৮৬১১৭স্টা.কে.গ.পী ৮৬১১৮ ৮৬১১৯ *৮৬১২০স্টা. ৮৬১২১ *৮৬১২২স্টা.কে.গ. *৮৬০৯১স্টা.কে.গ. ৮৬০৯২ *৮৬০৯৩স্টা.কে.গ. *৮৬০৯৪স্টা. ৮৬০৯৫ ৮৬০৯৬ *৮৬০৯৭স্টা.কে.গ.পী *৮৬০৯৮ ৮৬০৯৯ *৮৬১০০স্টা.কে.গ. ৮৬১০১ *৮৬১০২স্টা.কে.গ.পী *৮৬১০৩ ৮৬১০৪ ৮৬১০৫ *৮৬১০৬স্টা.কে. ৮৬১০৭ *৮৬১০৮স্টা.কে.গ.পী ৮৬১০৯ *৮৬১১০স্টা. ৮৬১১১ ৮৬১১২ *৮৬১১৩স্টা.কে.গ. ৮৬১১৪ *৮৬১১৫ ৮৬১১৬ *৮৬১১৭স্টা.কে.গ.পী ৮৬১১৮ ৮৬১১৯ *৮৬১২০স্টা. ৮৬১২১ *৮৬১২২স্টা.কে.গ. *৮৬০৯১স্টা.কে.গ. ৮৬০৯২ *৮৬০৯৩স্টা.কে.গ. *৮৬০৯৪স্টা. ৮৬০৯৫ ৮৬০৯৬ *৮৬০৯৭স্টা.কে.গ.পী *৮৬০৯৮ ৮৬০৯৯ *৮৬১০০স্টা.কে.গ. ৮৬১০১ *৮৬১০২স্টা.কে.গ.পী *৮৬১০৩ ৮৬১০৪ ৮৬১০৫ *৮৬১০৬স্টা.কে. ৮৬১০৭ *৮৬১০৮স্টা.কে.গ.পী ৮৬১০৯ *৮৬১১০স্টা. ৮৬১১১ ৮৬১১২ *৮৬১১৩স্টা.কে.গ. ৮৬১১৪ *৮৬১১৫ ৮৬১১৬ *৮৬১১৭স্টা.কে.গ.পী ৮৬১১৮ ৮৬১১৯ *৮৬১২০স্টা. ৮৬১২১ *৮৬১২২স্টা.কে.গ. *৮৬০৯১স্টা.কে.গ. ৮৬০৯২ *৮৬০৯৩স্টা.কে.গ. *৮৬০৯৪স্টা. ৮৬০৯৫ ৮৬০৯৬ *৮৬০৯৭স্টা.কে.গ.পী *৮৬০৯৮ ৮৬০৯৯ *৮৬১০০স্টা.কে.গ. ৮৬১০১ *৮৬১০২স্টা.কে.গ.পী *৮৬১০৩ ৮৬১০৪ ৮৬১০৫ *৮৬১০৬স্টা.কে. ৮৬১০৭ *৮৬১০৮স্টা.কে.গ.পী ৮৬১০৯ *৮৬১১০স্টা. ৮৬১১১ ৮৬১১২ *৮৬১১৩স্টা.কে.গ. ৮৬১১৪ *৮৬১১৫ ৮৬১১৬ *৮৬১১৭স্টা.কে.গ.পী ৮৬১১৮ ৮৬১১৯ *৮৬১২০স্টা. ৮৬১২১ *৮৬১২২স্টা.কে.গ. *৮৬০ <box>1265 908 1656 1151</box>
division-label: প্রথম বিভাগ : <box>16 1441 58 1450</box>
division-label: ফেল : <box>441 562 461 571</box>
roll-list: *৮৬০৯১স্টা.কে.গ. ৮৬০৯২ *৮৬০৯৩স্টা.কে.গ. *৮৬০৯৪স্টা. ৮৬০৯৫ ৮৬০৯৬ *৮৬০৯৭স্টা.কে.গ.পী *৮৬০৯৮ ৮৬০৯৯ *৮৬১০০স্টা.কে.গ. ৮৬১০১ *৮৬১০২স্টা.কে.গ.পী *৮৬১০৩ ৮৬১০৪ ৮৬১০৫ *৮৬১০৬স্টা.কে. ৮৬১০৭ *৮৬১০৮স্টা.কে.গ.পী ৮৬১০৯ *৮৬১১০স্টা. ৮৬১১১ ৮৬১১২ *৮৬১১৩স্টা.কে.গ. ৮৬১১৪ *৮৬১১৫ ৮৬১১৬ *৮৬১১৭স্টা.কে.গ.পী ৮৬১১৮ ৮৬১১৯ *৮৬১২০স্টা. ৮৬১২১ *৮৬১২২স্টা.কে.গ. *৮৬০৯১স্টা.কে.গ. ৮৬০৯২ *৮৬০৯৩স্টা.কে.গ. *৮৬০৯৪স্টা. ৮৬০৯৫ ৮৬০৯৬ *৮৬০৯৭স্টা.কে.গ.পী *৮৬০৯৮ ৮৬০৯৯ *৮৬১০০স্টা.কে.গ. ৮৬১০১ *৮৬১০২স্টা.কে.গ.পী *৮৬১০৩ ৮৬১০৪ ৮৬১০৫ *৮৬১০৬স্টা.কে. ৮৬১০৭ *৮৬১০৮স্টা.কে.গ.পী ৮৬১০৯ *৮৬১১০স্টা. ৮৬১১১ ৮৬১১২ *৮৬১১৩স্টা.কে.গ. ৮৬১১৪ *৮৬১১৫ ৮৬১১৬ *৮৬১১৭স্টা.কে.গ.পী ৮৬১১৮ ৮৬১১৯ *৮৬১২০স্টা. ৮৬১২১ *৮৬১২২স্টা.কে.গ. *৮৬০৯১স্টা.কে.গ. ৮৬০৯২ *৮৬০৯৩স্টা.কে.গ. *৮৬০৯৪স্টা. ৮৬০৯৫ ৮৬০৯৬ *৮৬০৯৭স্টা.কে.গ.পী *৮৬০৯৮ ৮৬০৯৯ *৮৬১০০স্টা.কে.গ. ৮৬১০১ *৮৬১০২স্টা.কে.গ.পী *৮৬১০৩ ৮৬১০৪ ৮৬১০৫ *৮৬১০৬স্টা.কে. ৮৬১০৭ *৮৬১০৮স্টা.কে.গ.পী ৮৬১০৯ *৮৬১১০স্টা. ৮৬১১১ ৮৬১১২ *৮৬১১৩স্টা.কে.গ. ৮৬১১৪ *৮৬১১৫ ৮৬১১৬ *৮৬১১৭স্টা.কে.গ.পী ৮৬১১৮ ৮৬১১৯ *৮৬১২০স্টা. ৮৬১২১ *৮৬১২২স্টা.কে.গ. *৮৬০৯১স্টা.কে.গ. ৮৬০৯২ *৮৬০৯৩স্টা.কে.গ. *৮৬০৯৪স্টা. ৮৬০৯৫ ৮৬০৯৬ *৮৬০৯৭স্টা.কে.গ.পী *৮৬০৯৮ ৮৬০৯৯ *৮৬১০০স্টা.কে.গ. ৮৬১০১ *৮৬১০২স্টা.কে.গ.পী *৮৬১০৩ ৮৬১০৪ ৮৬১০৫ *৮৬১০৬স্টা.কে. ৮৬১০৭ *৮৬১০৮স্টা.কে.গ.পী ৮৬১০৯ *৮৬১১০স্টা. ৮৬১১১ ৮৬১১২ *৮৬১১৩স্টা.কে.গ. ৮৬১১৪ *৮৬১১৫ ৮৬১১৬ *৮৬১১৭স্টা.কে.গ.পী ৮৬১১৮ ৮৬১১৯ *৮৬১২০স্টা. ৮৬১২১ *৮৬১২২স্টা.কে.গ. *৮৬০৯১স্টা.কে.গ. ৮৬০৯২ *৮৬০৯৩স্টা.কে.গ. *৮৬০৯৪স্টা. ৮৬০৯৫ ৮৬০৯৬ *৮৬০৯৭স্টা.কে.গ.পী *৮৬০৯৮ ৮৬০৯৯ *৮৬১০০স্টা.কে.গ. ৮৬১০১ *৮৬১০২স্টা.কে.গ.পী *৮৬১০৩ ৮৬১০৪ ৮৬১০৫ *৮৬১০৬স্টা.কে. ৮৬১০৭ *৮৬১০৮স্টা.কে.গ.পী ৮৬১০৯ *৮৬১১০স্টা. ৮৬১১১ ৮৬১১২ *৮৬১১৩স্টা.কে.গ. ৮৬১১৪ *৮৬১১৫ ৮৬১১৬ *৮৬১১৭স্টা.কে.গ.পী ৮৬১১৮ ৮৬১১৯ *৮৬১২০স্টা. ৮৬১২১ *৮৬১২২স্টা.কে.গ. *৮৬০৯১স্টা.কে.গ. ৮৬০৯২ *৮৬০৯৩স্টা.কে.গ. *৮৬০৯৪স্টা. ৮৬০৯৫ ৮৬০৯৬ *৮৬০৯৭স্টা.কে.গ.পী *৮৬০৯৮ ৮৬০৯৯ *৮৬১০০স্টা.কে.গ. ৮৬১০১ *৮৬১০২স্টা.কে.গ.পী *৮৬১০৩ ৮৬১০৪ ৮৬১০৫ *৮৬১০৬স্টা.কে. ৮৬১০৭ *৮৬১০৮স্টা.কে.গ.পী ৮৬১০৯ *৮৬১১০স্টা. ৮৬১১১ ৮৬১১২ *৮৬১১৩স্টা.কে.গ. ৮৬১১৪ *৮৬১১৫ ৮৬১১৬ *৮৬১১৭স্টা.কে.গ.পী ৮৬১১৮ ৮৬১১৯ *৮৬১২০স্টা. ৮৬১২১ *৮৬১২২স্টা.কে.গ. *৮৬০৯১স্টা.কে.গ. ৮৬০৯২ *৮৬০৯৩স্টা.কে.গ. *৮৬০৯৪স্টা. ৮৬০৯৫ ৮৬০৯৬ *৮৬০৯৭স্টা.কে.গ.পী *৮৬০৯৮ ৮৬০৯৯ *৮৬১০০স্টা.কে.গ. ৮৬১০১ *৮৬১০২স্টা.কে.গ.পী *৮৬১০৩ ৮৬১০৪ ৮৬১০৫ *৮৬১০৬স্টা.কে. ৮৬১০৭ *৮৬১০৮স্টা.কে.গ.পী ৮৬১০৯ *৮৬১১০স্টা. ৮৬১১১ ৮৬১১২ *৮৬১১৩স্টা.কে.গ. ৮৬১১৪ *৮৬১১৫ ৮৬১১৬ *৮৬১১৭স্টা.কে.গ.পী ৮৬১১৮ ৮৬১১৯ *৮৬১২০স্টা. ৮৬১২১ *৮৬১২২স্টা.কে.গ. *৮৬০৯১স্টা.কে.গ. ৮৬০৯২ *৮৬০৯৩স্টা.কে.গ. *৮৬০৯৪স্টা. ৮৬০৯৫ ৮৬০৯৬ *৮৬০৯৭স্টা.কে.গ.পী *৮৬০৯৮ ৮৬০৯৯ *৮৬১০০স্টা.কে.গ. ৮৬১০১ *৮৬১০২স্টা.কে.গ.পী *৮৬১০৩ ৮৬১০৪ ৮৬১০৫ *৮৬১০৬স্টা.কে. ৮৬১০৭ *৮৬১০৮স্টা.কে.গ.পী ৮৬১০৯ *৮৬১১০স্টা. ৮৬১১১ ৮৬১১২ *৮৬১১৩স্টা.কে.গ. ৮৬১১৪ *৮৬১১৫ ৮৬১১৬ *৮৬১১৭স্টা.কে.গ.পী ৮৬১১৮ ৮৬১১৯ *৮৬১২০স্টা. ৮৬১২১ *৮৬১২২স্টা.কে.গ. *৮৬০৯১স্টা.কে.গ. ৮৬০৯২ *৮৬০৯৩স্টা.কে.গ. *৮৬০৯৪স্টা. ৮৬০৯৫ ৮৬০৯৬ *৮৬০৯৭স্টা.কে.গ.পী *৮৬০৯৮ ৮৬০৯৯ *৮৬১০০স্টা.কে.গ. ৮৬১০১ *৮৬১০২স্টা.কে.গ.পী *৮৬১০৩ ৮৬১০৪ ৮৬১০৫ *৮৬১০৬স্টা.কে. ৮৬১০৭ *৮৬১০৮স্টা.কে.গ.পী ৮৬১০৯ *৮৬১১০স্টা. ৮৬১১১ ৮৬১১২ *৮৬১১৩স্টা.কে.গ. ৮৬১১৪ *৮৬১১৫ ৮৬১১৬ *৮৬১১৭স্টা.কে.গ.পী ৮৬১১৮ ৮৬১১৯ *৮৬১২০স্টা. ৮৬১২১ *৮৬১২২স্টা.কে.গ. *৮৬০৯১স্টা.কে.গ. ৮৬০৯২ *৮৬০৯৩স্টা.কে.গ. *৮৬০৯৪স্টা. ৮৬০৯৫ ৮৬০৯৬ *৮৬০৯৭স্টা.কে.গ.পী *৮৬০৯৮ ৮৬০৯৯ *৮৬১০০স্টা.কে.গ. ৮৬১০১ *৮৬১০২স্টা.কে.গ.পী *৮৬১০৩ ৮৬১০৪ ৮৬১০৫ *৮৬১০৬স্টা.কে. ৮৬১০৭ *৮৬১০৮স্টা.কে.গ.পী ৮৬১০৯ *৮৬১১০স্টা. ৮৬১১১ ৮৬১১২ *৮৬১১৩স্টা.কে.গ. ৮৬১১৪ *৮৬১১৫ ৮৬১১৬ *৮৬১১৭স্টা.কে.গ.পী ৮৬১১৮ ৮৬১১৯ *৮৬১২০স্টা. ৮৬১২১ *৮৬১২২স্টা.কে.গ. *৮৬০৯১স্টা.কে.গ. ৮৬০৯২ *৮৬০৯৩স্টা.কে.গ. *৮৬০৯৪স্টা. ৮৬০৯৫ ৮৬০৯৬ *৮৬০৯৭স্টা.কে.গ.পী *৮৬০৯৮ ৮৬০৯৯ *৮৬১০০স্টা.কে.গ. ৮৬১০১ *৮৬১০২স্টা.কে.গ.পী *৮৬১০৩ ৮৬১০৪ ৮৬১০৫ *৮৬১০৬স্টা.কে. ৮৬১০৭ *৮৬১০৮স্টা.কে.গ.পী ৮৬১০৯ *৮৬১১০স্টা. ৮৬১১১ ৮৬১১২ *৮৬১১৩স্টা.কে.গ. ৮৬১১৪ *৮৬১১৫ ৮৬১১৬ *৮৬১১৭স্টা.কে.গ.পী ৮৬১১৮ ৮৬১১৯ *৮৬১২০স্টা. ৮৬১২১ *৮৬১২২স্টা.কে.গ. *৮৬০৯১স্টা.কে.গ. ৮৬০৯২ *৮৬০৯৩স্টা.কে.গ. *৮৬০৯৪স্টা. ৮৬০৯৫ ৮৬০৯৬ *৮৬০৯৭স্টা.কে.গ.পী *৮৬০৯৮ ৮৬০৯৯ *৮৬১০০স্টা.কে.গ. ৮৬১০১ *৮৬১০২স্টা.কে.গ.পী *৮৬১০৩ ৮৬১০৪ ৮৬১০৫ *৮৬১০৬স্টা.কে. ৮৬১০৭ *৮৬১০৮স্টা.কে.গ.পী ৮৬১০৯ *৮৬১১০স্টা. ৮৬১১১ ৮৬১১২ *৮৬১১৩স্টা.কে.গ. ৮৬১১৪ * <box>441 1771 834 2179</box>
college-heading: আইডিয়াল কলেজ <box>1265 1170 1356 1184</box>
division-label: অনুপস্থিত : <box>852 874 886 883</box>
roll-list: *৮৬০৯১স্টা.কে.গ. ৮৬০৯২ *৮৬০৯৩স্টা.কে.গ. *৮৬০৯৪স্টা. ৮৬০৯৫ ৮৬০৯৬ *৮৬০৯৭স্টা.কে.গ.পী *৮৬০৯৮ ৮৬০৯৯ *৮৬১০০স্টা.কে.গ. ৮৬১০১ *৮৬১০২স্টা.কে.গ.পী *৮৬১০৩ ৮৬১০৪ ৮৬১০৫ *৮৬১০৬স্টা.কে. ৮৬১০৭ *৮৬১০৮স্টা.কে.গ.পী ৮৬১০৯ *৮৬১১০স্টা. ৮৬১১১ ৮৬১১২ *৮৬১১৩স্টা.কে.গ. ৮৬১১৪ *৮৬১১৫ ৮৬১১৬ *৮৬১১৭স্টা.কে.গ.পী ৮৬১১৮ ৮৬১১৯ *৮৬১২০স্টা. ৮৬১২১ *৮৬১২২স্টা.কে.গ. *৮৬০৯১স্টা.কে.গ. ৮৬০৯২ *৮৬০৯৩স্টা.কে.গ. *৮৬০৯৪স্টা. ৮৬০৯৫ ৮৬০৯৬ *৮৬০৯৭স্টা.কে.গ.পী *৮৬০৯৮ ৮৬০৯৯ *৮৬১০০স্টা.কে.গ. ৮৬১০১ *৮৬১০২স্টা.কে.গ.পী *৮৬১০৩ ৮৬১০৪ ৮৬১০৫ *৮৬১০৬স্টা.কে. ৮৬১০৭ *৮৬১০৮স্টা.কে.গ.পী ৮৬১০৯ *৮৬১১০স্টা. ৮৬১১১ ৮৬১১২ *৮৬১১৩স্টা.কে.গ. ৮৬১১৪ *৮৬১১৫ ৮৬১১৬ *৮৬১১৭স্টা.কে.গ.পী ৮৬১১৮ ৮৬১১৯ *৮৬১২০স্টা. ৮৬১২১ *৮৬১২২স্টা.কে.গ. *৮৬০৯১স্টা.কে.গ. ৮৬০৯২ *৮৬০৯৩স্টা.কে.গ. *৮৬০৯৪স্টা. ৮৬০৯৫ ৮৬০৯৬ *৮৬০৯৭স্টা.কে.গ.পী *৮৬০৯৮ ৮৬০৯৯ *৮৬১০০স্টা.কে.গ. ৮৬১০১ *৮৬১০২স্টা.কে.গ.পী *৮৬১০৩ ৮৬১০৪ ৮৬১০৫ *৮৬১০৬স্টা.কে. ৮৬১০৭ *৮৬১০৮স্টা.কে.গ.পী ৮৬১০৯ *৮৬১১০স্টা. ৮৬১১১ ৮৬১১২ *৮৬১১৩স্টা.কে.গ. ৮৬১১৪ *৮৬১১৫ ৮৬১১৬ *৮৬১১৭স্টা.কে.গ.পী ৮৬১১৮ ৮৬১১৯ *৮৬১২০স্টা. ৮৬১২১ *৮৬১২২স্টা.কে.গ. *৮৬০৯১স্টা.কে.গ. ৮৬০৯২ *৮৬০৯৩স্টা.কে.গ. *৮৬০৯৪স্টা. ৮৬০৯৫ ৮৬০৯৬ *৮৬০৯৭স্টা.কে.গ.পী *৮৬০৯৮ ৮৬০৯৯ *৮৬১০০স্টা.কে.গ. ৮৬১০১ *৮৬১০২স্টা.কে.গ.পী *৮৬১০৩ ৮৬১০৪ ৮৬১০৫ *৮৬১০৬স্টা.কে. ৮৬১০৭ *৮৬১০৮স্টা.কে.গ.পী ৮৬১০৯ *৮৬১১০স্টা. ৮৬১১১ ৮৬১১২ *৮৬১১৩স্টা.কে.গ. ৮৬১১৪ *৮৬১১৫ ৮৬১১৬ *৮৬১১৭স্টা.কে.গ.পী ৮৬১১৮ ৮৬১১৯ *৮৬১২০স্টা. ৮৬১২১ *৮৬১২২স্টা.কে.গ. *৮৬০৯১স্টা.কে.গ. ৮৬০৯২ *৮৬০৯৩স্টা.কে.গ. *৮৬০৯৪স্টা. ৮৬০৯৫ ৮৬০৯৬ *৮৬০৯৭স্টা.কে.গ.পী *৮৬০৯৮ ৮৬০৯৯ *৮৬১০০স্টা.কে.গ. ৮৬১০১ *৮৬১০২স্টা.কে.গ.পী *৮৬১০৩ ৮৬১০৪ ৮৬১০৫ *৮৬১০৬স্টা.কে. ৮৬১০৭ *৮৬১০৮স্টা.কে.গ.পী ৮৬১০৯ *৮৬১১০স্টা. ৮৬১১১ ৮৬১১২ *৮৬১১৩স্টা.কে.গ. ৮৬১১৪ *৮৬১১৫ ৮৬১১৬ *৮৬১১৭স্টা.কে.গ.পী ৮৬১১৮ ৮৬১১৯ *৮৬১২০স্টা. ৮৬১২১ *৮৬১২২স্টা.কে.গ. *৮৬০৯১স্টা.কে.গ. ৮৬০৯২ *৮৬০৯৩স্টা.কে.গ. *৮৬০৯৪স্টা. ৮৬০৯৫ ৮৬০৯৬ *৮৬০৯৭স্টা.কে.গ.পী *৮৬০৯৮ ৮৬০৯৯ *৮৬১০০স্টা.কে.গ. ৮৬১০১ *৮৬১০২স্টা.কে.গ.পী *৮৬১০৩ ৮৬১০৪ ৮৬১০৫ *৮৬১০৬স্টা.কে. ৮৬১০৭ *৮৬১০৮স্টা.কে.গ.পী ৮৬১০৯ *৮৬১১০স্টা. ৮৬১১১ ৮৬১১২ *৮৬১১৩স্টা.কে.গ. ৮৬১১৪ *৮৬১১৫ ৮৬১১৬ *৮৬১১৭স্টা.কে.গ.পী ৮৬১১৮ ৮৬১১৯ *৮৬১২০স্টা. ৮৬১২১ *৮৬১২২স্টা.কে.গ. *৮৬০৯১স্টা.কে.গ. ৮৬০৯২ *৮৬০৯৩স্টা.কে.গ. *৮৬০৯৪স্টা. ৮৬০৯৫ ৮৬০৯৬ *৮৬০৯৭স্টা.কে.গ.পী *৮৬০৯৮ ৮৬০৯৯ *৮৬১০০স্টা.কে.গ. ৮৬১০১ *৮৬১০২স্টা.কে.গ.পী *৮৬১০৩ ৮৬১০৪ ৮৬১০৫ *৮৬১০৬স্টা.কে. ৮৬১০৭ *৮৬১০৮স্টা.কে.গ.পী ৮৬১০৯ *৮৬১১০স্টা. ৮৬১১১ ৮৬১১২ *৮৬১১৩স্টা.কে.গ. ৮৬১১৪ *৮৬১১৫ ৮৬১১৬ *৮৬১১৭স্টা.কে.গ.পী ৮৬১১৮ ৮৬১১৯ *৮৬১২০স্টা. ৮৬১২১ *৮৬১২২স্টা.কে.গ. *৮৬০৯১স্টা.কে.গ. ৮৬০৯২ *৮৬০৯৩স্টা.কে.গ. *৮৬০৯৪স্টা. ৮৬০৯৫ ৮৬০৯৬ *৮৬০৯৭স্টা.কে.গ.পী *৮৬০৯৮ ৮৬০৯৯ *৮৬১০০স্টা.কে.গ. ৮৬১০১ *৮৬১০২স্টা.কে.গ.পী *৮৬১০৩ ৮৬১০৪ ৮৬১০৫ *৮৬১০৬স্টা.কে. ৮৬১০৭ *৮৬১০৮স্টা.কে.গ.পী ৮৬১০৯ *৮৬১১০স্টা. ৮৬১১১ ৮৬১১২ *৮৬১১৩স্টা.কে.গ. ৮৬১১৪ *৮৬১১৫ ৮৬১১৬ *৮৬১১৭স্টা.কে.গ.পী ৮৬১১৮ ৮৬১১৯ *৮৬১২০স্টা. ৮৬১২১ *৮৬১২২স্টা.কে.গ. *৮৬০৯১স্টা.কে.গ. ৮৬০৯২ *৮৬০৯৩স্টা.কে.গ. *৮৬০৯৪স্টা. ৮৬০৯৫ ৮৬০৯৬ *৮৬০৯৭স্টা.কে.গ.পী *৮৬০৯৮ ৮৬০৯৯ *৮৬১০০স্টা.কে.গ. ৮৬১০১ *৮৬১০২স্টা.কে.গ.পী *৮৬১০৩ ৮৬১০৪ ৮৬১০৫ *৮৬১০৬স্টা.কে. ৮৬১০৭ *৮৬১০৮স্টা.কে.গ.পী ৮৬১০৯ *৮৬১১০স্টা. ৮৬১১১ ৮৬১১২ *৮৬১১৩স্টা.কে.গ. ৮৬১১৪ *৮৬১১৫ ৮৬১১৬ *৮৬১১৭স্টা.কে.গ.পী ৮৬১১৮ ৮৬১১৯ *৮৬১২০স্টা. ৮৬১২১ *৮৬১২২স্টা.কে.গ. *৮৬০৯১স্টা.কে.গ. ৮৬০৯২ *৮৬০৯৩স্টা.কে.গ. *৮৬০৯৪স্টা. ৮৬০৯৫ ৮৬০৯৬ *৮৬০৯৭স্টা.কে.গ.পী *৮৬০৯৮ ৮৬০৯৯ *৮৬১০০স্টা.কে.গ. ৮৬১০১ *৮৬১০২স্টা.কে.গ.পী *৮৬১০৩ ৮৬১০৪ ৮৬১০৫ *৮৬১০৬স্টা.কে. ৮৬১০৭ *৮৬১০৮স্টা.কে.গ.পী ৮৬১০৯ *৮৬১১০স্টা. ৮৬১১১ ৮৬১১২ *৮৬১১৩স্টা.কে.গ. ৮৬১১৪ *৮৬১১৫ ৮৬১১৬ *৮৬১১৭স্টা.কে.গ.পী ৮৬১১৮ ৮৬১১৯ *৮৬১২০স্টা. ৮৬১২১ *৮৬১২২স্টা.কে.গ. *৮৬০৯১স্টা.কে.গ. ৮৬০৯২ *৮৬০৯৩স্টা.কে.গ. *৮৬০৯৪স্টা. ৮৬০৯৫ ৮৬০৯৬ *৮৬০৯৭স্টা.কে.গ.পী *৮৬০৯৮ ৮৬০৯৯ *৮৬১০০স্টা.কে.গ. ৮৬১০১ *৮৬১০২স্টা.কে.গ.পী *৮৬১০৩ ৮৬১০৪ ৮৬১০৫ *৮৬১০৬স্টা.কে. ৮৬১০৭ *৮৬১০৮স্টা.কে.গ.পী ৮৬১০৯ *৮৬১১০স্টা. ৮৬১১১ ৮৬১১২ *৮৬১১৩স্টা.কে.গ. ৮৬১১৪ *৮৬১১৫ ৮৬১১৬ *৮৬১১৭স্টা.কে.গ.পী ৮৬১১৮ ৮৬১১৯ *৮৬১২০স্টা. ৮৬১২১ *৮৬১২২স্টা.কে.গ. *৮৬০৯১স্টা.কে.গ. ৮৬০৯২ *৮৬০৯৩স্টা.কে.গ. *৮৬০৯৪স্টা. ৮৬০৯৫ ৮৬০৯৬ *৮৬০৯৭স্টা.কে.গ.পী *৮৬০৯৮ ৮৬০৯৯ *৮৬১০০স্টা.কে.গ. ৮৬১০১ *৮৬১০২স্টা.কে.গ.পী *৮৬১০৩ ৮৬১০৪ ৮৬১০৫ *৮৬১০৬স্টা.কে. ৮৬১০৭ *৮৬১০৮স্টা.কে.গ.পী ৮৬১০৯ *৮৬১১০স্টা. ৮৬১১১ ৮৬১১২ *৮৬১১৩স্টা.কে.গ. ৮৬১১৪ * <box>441 606 834 1014</box>
roll-list: ১২৪৪০ ১২৪৪১ ১২৪৪২ ১২৪৪৩ *১২৪৪৪স্টা. ১২৪৪৫ ১২৪৪৬ ১২৪৪৭ ১২৪৪৮ ১২৪৪৯ ১২৪৫০ *১২৪৫১স্টা.গ. ১২৪৫২ ১২৪৫৩ ১২৪৫৪ ১২৪৫৫ ১২৪৫৬ ১২৪৫৭ ১২৪৫৮ ১২৪৫৯ ১২৪৬০ ১২৪৪০ ১২৪৪১ ১২৪৪২ ১২৪৪৩ *১২৪৪৪স্টা. ১২৪৪৫ ১২৪৪৬ ১২৪৪৭ ১২৪৪৮ ১২৪৪৯ ১২৪৫০ *১২৪৫১স্টা.গ. ১২৪৫২ ১২৪৫৩ ১২৪৫৪ ১২৪৫৫ ১২৪৫৬ ১২৪৫৭ ১২৪৫৮ ১২৪৫৯ ১২৪৬০ ১২৪৪০ ১২৪৪১ ১২৪৪২ ১২৪৪৩ *১২৪৪৪স্টা. ১২৪৪৫ ১২৪৪৬ ১২৪৪৭ ১২৪৪৮ ১২৪৪৯ ১২৪৫০ *১২৪৫১স্টা.গ. ১২৪৫২ ১২৪৫৩ ১২৪৫৪ ১২৪৫৫ ১২৪৫৬ ১২৪৫৭ ১২৪৫৮ ১২৪৫৯ ১২৪৬০ ১২৪৪০ ১২৪৪১ ১২৪৪২ ১২৪৪৩ *১২৪৪৪স্টা. ১২৪৪৫ ১২৪৪৬ ১২৪৪৭ ১২৪৪৮ ১২৪৪৯ ১২৪৫০ *১২৪৫১স্টা.গ. ১২৪৫২ ১২৪৫৩ ১২৪৫৪ ১২৪৫৫ ১২৪৫৬ ১২৪৫৭ ১২৪৫৮ ১২৪৫৯ ১২৪৬০ ১২৪৪০ ১২৪৪১ ১২৪৪২ ১২৪৪৩ *১২৪৪৪স্টা. ১২৪৪৫ ১২৪৪৬ ১২৪৪৭ ১২৪৪৮ ১২৪৪৯ ১২৪৫০ *১২৪৫১স্টা.গ. ১২৪৫২ ১২৪৫৩ ১২৪৫৪ ১২৪৫৫ ১২৪৫৬ ১২৪৫৭ ১২৪৫৮ ১২৪৫৯ ১২৪৬০ ১২৪৪০ ১২৪৪১ ১২৪৪২ ১২৪৪৩ *১২৪৪৪স্টা. ১২৪৪৫ ১২৪৪৬ ১২৪৪৭ ১২৪৪৮ ১২৪৪৯ ১২৪৫০ *১২৪৫১স্টা.গ. ১২৪৫২ ১২৪৫৩ ১২৪৫৪ ১২৪৫৫ ১২৪৫৬ ১২৪৫৭ ১২৪৫৮ ১২৪৫৯ ১২৪৬০ ১২৪৪০ ১২৪৪১ ১২৪৪২ ১২৪৪৩ *১২৪৪৪স্টা. ১২৪৪৫ ১২৪৪৬ ১২৪৪৭ ১২৪৪৮ ১২৪৪৯ ১২৪৫০ *১২৪৫১স্টা.গ. ১২৪৫২ ১২৪৫৩ ১২৪৫৪ ১২৪৫৫ ১২৪৫৬ ১২৪৫৭ ১২৪৫৮ ১২৪৫৯ ১২৪৬০ ১২৪৪০ ১২৪৪১ ১২৪৪২ ১২৪৪৩ *১২৪৪৪স্টা. ১২৪৪৫ ১২৪৪৬ ১২৪৪৭ ১২৪৪৮ ১২৪৪৯ ১২৪৫০ *১২৪৫১স্টা.গ. ১২৪৫২ ১২৪৫৩ ১২৪৫৪ ১২৪৫৫ ১২৪৫৬ ১২৪৫৭ ১২৪৫৮ ১২৪৫৯ ১২৪৬০ ১২৪৪০ ১২৪৪১ ১২৪৪২ ১২৪৪৩ *১২৪৪৪স্টা. ১২৪৪৫ ১২৪৪৬ ১২৪৪৭ ১২৪৪৮ ১২৪৪৯ ১২৪৫০ *১২৪৫১স্টা.গ. ১২৪৫২ ১২৪৫৩ ১২৪৫৪ ১২৪৫৫ ১২৪৫৬ ১২৪৫৭ ১২৪৫৮ ১২৪৫৯ ১২৪৬০ ১২৪৪০ ১২৪৪১ ১২৪৪২ ১২৪৪৩ *১২৪৪৪স্টা. ১২৪৪৫ ১২৪৪৬ ১২৪৪৭ ১২৪৪৮ ১২৪৪৯ ১২৪৫০ *১২৪৫১স্টা.গ. ১২৪৫২ ১২৪৫৩ ১২৪৫৪ ১২৪৫৫ ১২৪৫৬ ১২৪৫৭ ১২৪৫৮ ১২৪৫৯ ১২৪৬০ ১২৪৪০ ১২৪৪১ ১২৪৪২ ১২৪৪৩ *১২৪৪৪স্টা. ১২৪৪৫ ১২৪৪৬ ১২৪৪৭ ১২৪৪৮ ১২৪৪৯ ১২৪৫০ *১২৪৫১স্টা.গ. ১২৪৫২ ১২৪৫৩ ১২৪৫৪ ১২৪৫৫ ১২৪৫৬ ১২৪৫৭ ১২৪৫৮ ১২৪৫৯ ১২৪৬০ ১২৪৪০ ১২৪৪১ ১২৪৪২ ১২৪৪৩ *১২৪৪৪স্টা. ১২৪৪৫ ১২৪৪৬ ১২৪৪৭ ১২৪৪৮ ১২৪৪৯ ১২৪৫০ *১২৪৫১স্টা.গ. ১২৪৫২ ১২৪৫৩ ১২৪৫৪ ১২৪৫৫ ১২৪৫৬ ১২৪৫৭ ১২৪৫৮ ১২৪৫৯ ১২৪৬০ ১২৪৪০ ১২৪৪১ ১২৪৪২ ১২৪৪৩ *১২৪৪৪স্টা. ১২৪৪৫ ১২৪৪৬ ১২৪৪৭ ১২৪৪৮ ১২৪৪৯ ১২৪৫০ *১২৪৫১স্টা.গ. ১২৪৫২ ১২৪৫৩ ১২৪৫৪ ১২৪৫৫ ১২৪৫৬ ১২৪৫৭ ১২৪৫৮ ১২৪৫৯ ১২৪৬০ ১২৪৪০ ১২৪৪১ ১২৪৪২ ১২৪৪৩ *১২৪৪৪স্টা. ১২৪৪৫ ১২৪৪৬ ১২৪৪৭ ১২৪৪৮ ১২৪৪৯ ১২৪৫০ *১২৪৫১স্টা.গ. ১২৪৫২ ১২৪৫৩ ১২৪৫৪ ১২৪৫৫ ১২৪৫৬ ১২৪৫৭ ১২৪৫৮ ১২৪৫৯ ১২৪৬০ ১২৪৪০ ১২৪৪১ ১২৪৪২ ১২৪৪৩ *১২৪৪৪স্টা. ১২৪৪৫ ১২৪৪৬ ১২৪৪৭ ১২৪৪৮ ১২৪৪৯ ১২৪৫০ *১২৪৫১স্টা.গ. ১২৪৫২ ১২৪৫৩ ১২৪৫৪ ১২৪৫৫ ১২৪৫৬ ১২৪৫৭ ১২৪৫৮ ১২৪৫৯ ১২৪৬০ ১২৪৪০ ১২৪৪১ ১২৪৪২ ১২৪৪৩ *১২৪৪৪স্টা. ১২৪৪৫ ১২৪৪৬ ১২৪৪৭ ১২৪৪৮ ১২৪৪৯ ১২৪৫০ *১২৪৫১স্টা.গ. ১২৪৫২ ১২৪৫৩ ১২৪৫৪ ১২৪৫৫ ১২৪৫৬ ১২৪৫৭ ১২৪৫৮ ১২৪৫৯ ১২৪৬০ ১২৪৪০ ১২৪৪১ ১২৪৪২ ১২৪৪৩ *১২৪৪৪স্টা. ১২৪৪৫ ১২৪৪৬ ১২৪৪৭ ১২৪৪৮ ১২৪৪৯ ১২৪৫০ *১২৪৫১স্টা.গ. ১২৪৫২ ১২৪৫৩ ১২৪৫৪ ১২৪৫৫ ১২৪৫৬ ১২৪৫৭ ১২৪৫৮ ১২৪৫৯ ১২৪৬০ ১২৪৪০ ১২৪৪১ ১২৪৪২ ১২৪৪৩ *১২৪৪৪স্টা. ১২৪৪৫ ১২৪৪৬ ১২৪৪৭ ১২৪৪৮ ১২৪৪৯ ১২৪৫০ *১২৪৫১স্টা.গ. ১২৪৫২ ১২৪৫৩ ১২৪৫৪ ১২৪৫৫ ১২৪৫৬ ১২৪৫৭ ১২৪৫৮ ১২৪৫৯ ১২৪৬০ ১২৪৪০ ১২৪৪১ ১২৪৪২ ১২৪৪৩ *১২৪৪৪স্টা. ১২৪৪৫ ১২৪৪৬ ১২৪৪৭ ১২৪৪৮ ১২৪৪৯ ১২৪৫০ *১২৪৫১স্টা.গ. ১২৪৫২ ১২৪৫৩ ১২৪৫৪ ১২৪৫৫ ১২৪৫৬ ১২৪৫৭ ১২৪৫৮ ১২৪৫৯ ১২৪৬০ ১২৪৪০ ১২৪৪১ ১২৪৪২ ১২৪৪৩ *১২৪৪৪স্টা. ১২৪৪৫ ১২৪৪৬ ১২৪৪৭ ১২৪৪৮ ১২৪৪৯ ১২৪৫০ *১২৪৫১স্টা.গ. ১২৪৫২ ১২৪৫৩ ১২৪৫৪ ১২৪৫৫ ১২৪৫৬ ১২৪৫৭ ১২৪৫৮ ১২৪৫৯ ১২৪৬০ ১২৪৪০ ১২৪৪১ ১২৪৪২ ১২৪৪৩ *১২৪৪৪স্টা. ১২৪৪৫ ১২৪৪৬ ১২৪৪৭ ১২৪৪৮ ১২৪৪৯ ১২৪৫০ *১২৪৫১স্টা.গ. ১২৪৫২ ১২৪৫৩ ১২৪৫৪ ১২৪৫৫ ১২৪৫৬ ১২৪৫৭ ১২৪৫৮ ১২৪৫৯ ১২৪৬০ ১২৪৪০ ১২৪৪১ ১২৪৪২ ১২৪৪৩ *১২৪৪৪স্টা. ১২৪৪৫ ১২৪৪৬ ১২৪৪৭ ১২৪৪৮ ১২৪৪৯ ১২৪৫০ *১২৪৫১স্টা.গ. ১২৪৫২ ১২৪৫৩ ১২৪৫৪ ১২৪৫৫ ১২৪৫৬ ১২৪৫৭ ১২৪৫৮ ১২৪৫৯ ১২৪৬০ ১২৪৪০ ১২৪৪১ ১২৪৪২ ১২৪৪৩ *১২৪৪৪স্টা. ১২৪৪৫ ১২৪৪৬ ১২৪৪৭ ১২৪৪৮ ১২৪৪৯ ১২৪৫০ *১২৪৫১স্টা.গ. ১২৪৫২ ১২৪৫৩ ১২৪৫৪ ১২৪৫৫ ১২৪৫৬ ১২৪৫৭ ১২৪৫৮ ১২৪৫৯ ১২৪৬০ ১২৪৪০ ১২৪৪১ ১২৪৪২ ১২৪৪৩ *১২৪৪৪স্টা. ১২৪৪৫ ১২৪৪৬ ১২৪৪৭ ১২৪৪৮ ১২৪৪৯ ১২৪৫০ *১২৪৫১স্টা.গ. ১২৪৫২ ১২৪৫৩ ১২৪৫৪ ১২৪৫৫ ১২৪৫৬ ১২৪৫৭ ১২৪৫৮ ১২৪৫৯ ১২৪৬০ ১২৪৪০ ১২৪৪১ ১২৪৪২ ১২৪৪৩ *১২৪৪৪স্টা. ১২৪৪৫ ১২৪৪৬ ১২৪৪৭ ১ <box>852 1421 1247 1808</box>
roll-range: রোল নম্বর ৯৪১৩৩—৯৪৩০০ = ১৫৮ জন। <box>441 1343 834 1356</box>
college-heading: হলিক্রস কলেজ, ঢাকা <box>1265 705 1372 719</box>
division-label: ফেল : <box>1265 152 1284 161</box>
college-heading: ঢাকা কলেজ <box>852 1389 913 1403</box>
page-header-line <box>0 0 1671 10</box>
column-4 <box>1265 96 1656 2203</box>
division-label: ফেল : <box>852 1216 871 1225</box>
division-label: ফেল : <box>441 1314 461 1323</box>
roll-range: রোল নম্বর ৯৫৪০১—৯৫৬২৬ = ২২৬ জন। <box>852 902 1247 915</box>
roll-range: রোল নম্বর ১৯৪৫৩ — ১০০৩০৩ = ৭৬৪ জন। <box>16 1426 417 1439</box>
college-heading: নটরডেম কলেজ, ঢাকা <box>852 1827 963 1841</box>
roll-range: রোল নম্বর ৯৩৯৪৩—৯৪১৩২ = ১৯০ জন। <box>441 1049 834 1062</box>
roll-list: *৮৬০৯১স্টা.কে.গ. ৮৬০৯২ *৮৬০৯৩স্টা.কে.গ. *৮৬০৯৪স্টা. ৮৬০৯৫ ৮৬০৯৬ *৮৬০৯৭স্টা.কে.গ.পী *৮৬০৯৮ ৮৬০৯৯ *৮৬১০০স্টা.কে.গ. ৮৬১০১ *৮৬১০২স্টা.কে.গ.পী *৮৬১০৩ ৮৬১০৪ ৮৬১০৫ *৮৬১০৬স্টা.কে. ৮৬১০৭ *৮৬১০৮স্টা.কে.গ.পী ৮৬১০৯ *৮৬১১০স্টা. ৮৬১১১ ৮৬১১২ *৮৬১১৩স্টা.কে.গ. ৮৬১১৪ *৮৬১১৫ ৮৬১১৬ *৮৬১১৭স্টা.কে.গ.পী ৮৬১১৮ ৮৬১১৯ *৮৬১২০স্টা. ৮৬১২১ *৮৬১২২স্টা.কে.গ. *৮৬০৯১স্টা.কে.গ. ৮৬০৯২ *৮৬০৯৩স্টা.কে.গ. *৮৬০৯৪স্টা. ৮৬০৯৫ ৮৬০৯৬ *৮৬০৯৭স্টা.কে.গ.পী *৮৬০৯৮ ৮৬০৯৯ *৮৬১০০স্টা.কে.গ. ৮৬১০১ *৮৬১০২স্টা.কে.গ.পী *৮৬১০৩ ৮৬১০৪ ৮৬১০৫ *৮৬১০৬স্টা.কে. ৮৬১০৭ *৮৬১০৮স্টা.কে.গ.পী ৮৬১০৯ *৮৬১১০স্টা. ৮৬১১১ ৮৬১১২ *৮৬১১৩স্টা.কে.গ. ৮৬১১৪ *৮৬১১৫ ৮৬১১৬ *৮৬১১৭স্টা.কে.গ.পী ৮৬১১৮ ৮৬১১৯ *৮৬১২০স্টা. ৮৬১২১ *৮৬১২২স্টা.কে.গ. *৮৬০৯১স্টা.কে.গ. ৮৬০৯২ *৮৬০৯৩স্টা.কে.গ. *৮৬০৯৪স্টা. ৮৬০৯৫ ৮৬০৯৬ *৮৬০৯৭স্টা.কে.গ.পী *৮৬০৯৮ ৮৬০৯৯ *৮৬১০০স্টা.কে.গ. ৮৬১০১ *৮৬১০২স্টা.কে.গ.পী *৮৬১০৩ ৮৬১০৪ ৮৬১০৫ *৮৬১০৬স্টা.কে. ৮৬১০৭ *৮৬১০৮স্টা.কে.গ.পী ৮৬১০৯ *৮৬১১০স্টা. ৮৬১১১ ৮৬১১২ *৮৬১১৩স্টা.কে.গ. ৮৬১১৪ *৮৬১১৫ ৮৬১১৬ *৮৬১১৭স্টা.কে.গ.পী ৮৬১১৮ ৮৬১১৯ *৮৬১২০স্টা. ৮৬১২১ *৮৬১২২স্টা.কে.গ. *৮৬০৯১স্টা.কে.গ. ৮৬০৯২ *৮৬০৯৩স্টা.কে.গ. *৮৬০৯৪স্টা. ৮৬০৯৫ ৮৬০৯৬ *৮৬০৯৭স্টা.কে.গ.পী *৮৬০৯৮ ৮৬০৯৯ *৮৬১০০স্টা.কে.গ. ৮৬১০১ *৮৬১০২স্টা.কে.গ.পী *৮৬১০৩ ৮৬১০৪ ৮৬১০৫ *৮৬১০৬স্টা.কে. ৮৬১০৭ *৮৬১০৮স্টা.কে.গ.পী ৮৬১০৯ *৮৬১১০স্টা. ৮৬১১১ ৮৬১১২ *৮৬১১৩স্টা.কে.গ. ৮৬১১৪ *৮৬১১৫ ৮৬১১৬ *৮৬১১৭স্টা.কে.গ.পী ৮৬১১৮ ৮৬১১৯ *৮৬১২০স্টা. ৮৬১২১ *৮৬১২২স্টা.কে.গ. *৮৬০৯১স্টা.কে.গ. ৮৬০৯২ *৮৬০৯৩স্টা.কে.গ. *৮৬০৯৪স্টা. ৮৬০৯৫ ৮৬০৯৬ *৮৬০৯৭স্টা.কে.গ.পী *৮৬০৯৮ ৮৬০৯৯ *৮৬১০০স্টা.কে.গ. ৮৬১০১ *৮৬১০২স্টা.কে.গ.পী *৮৬১০৩ ৮৬১০৪ ৮৬১০৫ *৮৬১০৬স্টা.কে. ৮৬১০৭ *৮৬১০৮স্টা.কে.গ.পী ৮৬১০৯ *৮৬১১০স্টা. ৮৬১১১ ৮৬১১২ *৮৬১১৩স্টা.কে.গ. ৮৬১১৪ *৮৬১১৫ ৮৬১১৬ *৮৬১১৭স্টা.কে.গ.পী ৮৬১১৮ ৮৬১১৯ *৮৬১২০স্টা. ৮৬১২১ *৮৬১২২স্টা.কে.গ. *৮৬০৯১স্টা.কে.গ. ৮৬০৯২ *৮৬০৯৩স্টা.কে.গ. *৮৬০৯৪স্টা. ৮৬০৯৫ ৮৬০৯৬ *৮৬০৯৭স্টা.কে.গ.পী *৮৬০৯৮ ৮৬০৯৯ *৮৬১০০স্টা.কে.গ. ৮৬১০১ *৮৬১০২স্টা.কে.গ.পী *৮৬১০৩ ৮৬১০৪ ৮৬১০৫ *৮৬১০৬স্টা.কে. ৮৬১০৭ *৮৬১০৮স্টা.কে.গ.পী ৮৬১০৯ *৮৬১১০স্টা. ৮৬১১১ ৮৬১১২ *৮৬১১৩স্টা.কে.গ. ৮৬১১৪ *৮৬১১৫ ৮৬১১৬ *৮৬১১৭স্টা.কে.গ.পী ৮৬১১৮ ৮৬১১৯ *৮৬১২০স্টা. ৮৬১২১ *৮৬১২২স্টা.কে.গ. *৮৬০৯১স্টা.কে.গ. ৮৬০৯২ *৮৬০৯৩স্টা.কে.গ. *৮৬০৯৪স্টা. ৮৬০৯৫ ৮৬০৯৬ *৮৬০৯৭স্টা.কে.গ.পী *৮৬০৯৮ ৮৬০৯৯ *৮৬১০০স্টা.কে.গ. ৮৬১০১ *৮৬১০২স্টা.কে.গ.পী *৮৬১০৩ ৮৬১০৪ ৮৬১০৫ *৮৬১০৬স্টা.কে. <box>852 645 1247 868</box>
division-label: ফেল : <box>1265 863 1284 872</box>
college-heading: বি.এ.এফ. শাহীন কলেজ, ঢাকা <box>1265 1329 1419 1344</box>
college-heading: বি.এ.এফ শাহীন কলেজ, ঢাকা <box>1265 1427 1414 1442</box>
roll-list: ১২৪৪০ ১২৪৪১ ১২৪৪২ ১২৪৪৩ *১২৪৪৪স্টা. ১২৪৪৫ ১২৪৪৬ ১২৪৪৭ ১২৪৪৮ ১২৪৪৯ ১২৪৫০ *১২৪৫১স্টা.গ. ১২৪৫২ ১২৪৫৩ ১২৪৫৪ ১২৪৫৫ ১২৪৫৬ ১২৪৫৭ ১২৪৫৮ ১২৪৫৯ ১২৪৬০ ১২৪৪০ ১২৪৪১ ১২৪৪২ ১২৪৪৩ *১২৪৪৪স্টা. ১২৪৪৫ ১২৪৪৬ ১২৪৪৭ ১২৪৪৮ ১২৪৪৯ ১২৪৫০ *১২৪৫১স্টা.গ. ১২৪৫২ ১২৪৫৩ ১২৪৫৪ ১২৪৫৫ ১২৪৫৬ ১২৪৫৭ ১২৪৫৮ ১২৪৫৯ ১২৪৬০ ১২৪৪০ ১২৪৪১ ১২৪৪২ ১২৪৪৩ *১২৪৪৪স্টা. ১২৪৪৫ ১২৪৪৬ ১২৪৪৭ ১২৪৪৮ ১২৪৪৯ ১২৪৫০ *১২৪৫১স্টা.গ. ১২৪৫২ ১২৪৫৩ ১২৪৫৪ ১২৪৫৫ ১২৪৫৬ ১২৪৫৭ ১২৪৫৮ ১২৪৫৯ ১২৪৬০ ১২৪৪০ ১২৪৪১ ১২৪৪২ ১২৪৪৩ *১২৪৪৪স্টা. ১২৪৪৫ ১২৪৪৬ ১২৪৪৭ ১২৪৪৮ ১২৪৪৯ ১২৪৫০ *১২৪৫১স্টা.গ. ১২৪৫২ ১২৪৫৩ ১২৪৫৪ ১২৪৫৫ ১২৪৫৬ ১২৪৫৭ ১২৪৫৮ ১২৪৫৯ ১২৪৬০ ১২৪৪০ ১২৪৪১ ১২৪৪২ ১২৪৪৩ *১২৪৪৪স্টা. ১২৪৪৫ ১২৪৪৬ ১২৪৪৭ ১২৪৪৮ ১২৪৪৯ ১২৪৫০ *১২৪৫১স্টা.গ. ১২৪৫২ ১২৪৫৩ ১২৪৫৪ ১২৪৫৫ ১২৪৫৬ ১২৪৫৭ ১২৪৫৮ ১২৪৫৯ ১২৪৬০ ১২৪৪০ ১২৪৪১ ১২৪৪২ ১২৪৪৩ *১২৪৪৪স্টা. ১২৪৪৫ ১২৪৪৬ ১২৪৪৭ ১২৪৪৮ ১২৪৪৯ ১২৪৫০ *১২৪৫১স্টা.গ. ১২৪৫২ ১২৪৫৩ ১২৪৫৪ ১২৪৫৫ ১২৪৫৬ ১২৪৫৭ ১২৪৫৮ ১২৪৫৯ ১২৪৬০ ১২৪৪০ ১২৪৪১ ১২৪৪২ ১২৪৪৩ *১২৪৪৪স্টা. ১২৪৪৫ ১২৪৪৬ ১২৪৪৭ ১২৪৪৮ ১২৪৪৯ ১২৪৫০ *১২৪৫১স্টা.গ. ১২৪৫২ ১২৪৫৩ ১২৪৫৪ ১২৪৫৫ ১২৪৫৬ ১২৪৫৭ ১২৪৫৮ ১২৪৫৯ ১২৪৬০ ১২৪৪০ ১২৪৪১ ১২৪৪২ ১২৪৪৩ *১২৪৪৪স্টা. ১২৪৪৫ ১২৪৪৬ ১২৪৪৭ ১২৪৪৮ ১২৪৪৯ ১২৪৫০ *১২৪৫১স্টা.গ. ১২৪৫২ ১২৪৫৩ ১২৪৫৪ ১২৪৫৫ ১২৪৫৬ ১২৪৫৭ ১২৪৫৮ ১২৪৫৯ ১২৪৬০ ১২৪৪০ ১২৪৪১ ১২৪৪২ ১২৪৪৩ *১২৪৪৪স্টা. ১২৪৪৫ ১২৪৪৬ ১২৪৪৭ ১২৪৪৮ ১২৪৪৯ ১২৪৫০ *১২৪৫১স্টা.গ. ১২৪৫২ ১২৪৫৩ ১২৪৫৪ ১২৪৫৫ ১২৪৫৬ ১২৪৫৭ ১২৪৫৮ ১২৪৫৯ ১২৪৬০ ১২৪৪০ ১২৪৪১ ১২৪৪২ ১২৪৪৩ *১২৪৪৪স্টা. ১২৪৪৫ ১২৪৪৬ ১২৪৪৭ ১২৪৪৮ ১২৪৪৯ ১২৪৫০ *১২৪৫১স্টা.গ. ১২৪৫২ ১২৪৫৩ ১২৪৫৪ ১২৪৫৫ ১২৪৫৬ ১২৪৫৭ ১২৪৫৮ ১২৪৫৯ ১২৪৬০ ১২৪৪০ ১২৪৪১ ১২৪৪২ ১২৪৪৩ *১২৪৪৪স্টা. ১২৪৪৫ ১২৪৪৬ ১২৪৪৭ ১২৪৪৮ ১২৪৪৯ ১২৪৫০ *১২৪৫১স্টা.গ. ১২৪৫২ ১২৪৫৩ ১২৪৫৪ ১২৪৫৫ ১২৪৫৬ ১২৪৫৭ ১২৪৫৮ ১২৪৫৯ ১২৪৬০ ১২৪৪০ ১২৪৪১ ১২৪৪২ ১২৪৪৩ *১২৪৪৪স্টা. ১২৪৪৫ ১২৪৪৬ ১২৪৪৭ ১২৪৪৮ ১২৪৪৯ ১২৪৫০ *১২৪৫১স্টা.গ. ১২৪৫২ ১২৪৫৩ ১২৪৫৪ ১২৪৫৫ ১২৪৫৬ ১২৪৫৭ ১২৪৫৮ ১২৪৫৯ ১২৪৬০ ১২৪৪০ ১২৪৪১ ১২৪৪২ ১২৪৪৩ *১২৪৪৪স্টা. ১২৪৪৫ ১২৪৪৬ ১২৪৪৭ ১২৪৪৮ ১২৪৪৯ ১২৪৫০ *১২৪৫১স্টা.গ. ১২৪৫২ ১২৪৫৩ ১২৪৫৪ ১২৪৫৫ ১২৪৫৬ ১২৪৫৭ ১২৪৫৮ ১২৪৫৯ ১২৪৬০ ১২৪৪০ ১২৪৪১ ১২৪৪২ ১২৪৪৩ *১২৪৪৪স্টা. ১২৪৪৫ ১২৪৪৬ ১২৪৪৭ ১২৪৪৮ ১২৪৪৯ ১২৪৫০ *১২৪৫১স্টা.গ. ১২৪৫২ ১২৪৫৩ ১২৪৫৪ ১২৪৫৫ ১২৪৫৬ ১২৪৫৭ ১২৪৫৮ ১২৪৫৯ ১২৪৬০ ১২৪৪০ ১২৪৪১ ১২৪ <box>852 1859 1247 2082</box>
roll-range: রোল নম্বর ৯৫০৫৯—৯৫৪০০ = ৩৪২ জন। <box>852 629 1247 642</box>
college-heading: হলিক্রস কলেজ <box>441 1032 517 1047</box>
column-1 <box>16 137 417 2203</box>
roll-range: রোল নম্বর ১৩০৬৪—১৩৩১৫ = ২৫২ জন। <box>1265 892 1656 905</box>
college-heading: ভিকারুন নিসা নুন কলেজ, ঢাকা <box>441 574 599 588</box>
college-heading: আইডিয়াল কলেজ, ঢাকা <box>441 1600 565 1615</box>
roll-list: ১০০৩০৪ ১০০৩০৫ ১০০৩০৬ ১০০৩০৭ ১০০৩০৮ ১০০৩০৯ ১০০৩১০ ১০০৩১১ ১০০৩১২ ১০০৩১৩ ১০০৩১৪ ১০০৩১৫ ১০০৩১৬ ১০০৩১৭ ১০০৩১৮ ১০০৩১৯ ১০০৩২০ ১০০৩২১ ১০০৩২২ ১০০৩২৩ ১০০৩২৪ ১০০৩২৫ ১০০৩২৬ ১০০৩২৭ ১০০৩২৮ ১০০৩০৪ ১০০৩০৫ ১০০৩০৬ ১০০৩০৭ ১০০৩০৮ ১০০৩০৯ ১০০৩১০ ১০০৩১১ ১০০৩১২ ১০০৩১৩ ১০০৩১৪ ১০০৩১৫ ১০০৩১৬ ১০০৩১৭ ১০০৩১৮ ১০০৩১৯ ১০০৩২০ ১০০৩২১ ১০০৩২২ ১০০৩২৩ ১০০৩২৪ ১০০৩২৫ ১০০৩২৬ ১০০৩২৭ ১০০৩২৮ ১০০৩০৪ ১০০৩০৫ ১০০৩০৬ ১০০৩০৭ ১০০৩০৮ ১০০৩০৯ ১০০৩১০ ১০০৩১১ ১০০৩১২ ১০০৩১৩ ১০০৩১৪ ১০০৩১৫ ১০০৩১৬ ১০০৩১৭ ১০০৩১৮ ১০০৩১৯ ১০০৩২০ ১০০৩২১ ১০০৩২২ ১০০৩২৩ ১০০৩২৪ ১০০৩২৫ ১০০৩২৬ ১০০৩২৭ ১০০৩২৮ ১০০৩০৪ ১০০৩০৫ ১০০৩০৬ ১০০৩০৭ ১০০৩০৮ ১০০৩০৯ ১০০৩১০ ১০০৩১১ ১০০৩১২ ১০০৩১৩ ১০০৩১৪ ১০০৩১৫ ১০০৩১৬ ১০০৩১৭ ১০০৩১৮ ১০০৩১৯ ১০০৩২০ ১০০৩২১ ১০০৩২২ ১০০৩২৩ ১০০৩২৪ ১০০৩২৫ ১০০৩২৬ ১০০৩২৭ ১০০৩২৮ ১০০৩০৪ ১০০৩০৫ ১০০৩০৬ ১০০৩০৭ ১০০৩০৮ ১০০৩০৯ ১০০৩১০ ১০০৩১১ ১০০৩১২ ১০০৩১৩ ১০০৩১৪ ১০০৩১৫ ১০০৩১৬ ১০০৩১৭ ১০০৩১৮ ১০০৩১৯ ১০০৩২০ ১০০৩২১ ১০০৩২২ ১০০৩২৩ ১০০৩২৪ ১০০৩২৫ ১০০৩২৬ ১০০৩২৭ ১০০৩২৮ ১০০৩০৪ ১০০৩০৫ ১০০৩০৬ ১০০৩০৭ ১০০৩০৮ ১০০৩০৯ ১০০৩১০ ১০০৩১১ ১০০৩১২ ১০০৩১৩ ১০০৩১৪ ১০০৩১৫ ১০০৩১৬ ১০০৩১৭ ১০০৩১৮ ১০০৩১৯ ১০০৩২০ ১০০৩২১ ১০০৩২২ ১০০৩২৩ ১০০৩২৪ ১০০৩২৫ ১০০৩২৬ ১০০৩২৭ ১০০৩২৮ <box>852 918 1247 1039</box>
roll-range: রোল নম্বর ৯৩৫০৩—৯৩৯৪২ = ৪৯০ জন। <box>441 590 834 603</box>
college-heading: ঢাকা রেসিডেনসিয়াল মডেল কলেজ। <box>1265 1546 1445 1560</box>
roll-list: ১০০৩০৪ ১০০৩০৫ ১০০৩০৬ ১০০৩০৭ ১০০৩০৮ ১০০৩০৯ ১০০৩১০ ১০০৩১১ ১০০৩১২ ১০০৩১৩ ১০০৩১৪ ১০০৩১৫ ১০০৩১৬ ১০০৩১৭ ১০০৩১৮ ১০০৩১৯ ১০০৩২০ ১০০৩২১ ১০০৩২২ ১০০৩২৩ ১০০৩২৪ ১০০৩২৫ ১০০৩২৬ ১০০৩২৭ ১০০৩২৮ ১০০৩০৪ ১০০৩০৫ ১০০৩০৬ ১০০৩০৭ ১০০৩০৮ ১০০৩০৯ ১০০৩১০ ১০০৩১১ ১০০৩১২ ১০০৩১৩ ১০০৩১৪ ১০০৩১৫ ১০০৩১৬ ১০০৩১৭ ১০০৩১৮ ১০০৩১৯ ১০০৩২০ ১০০৩২১ ১০০৩২২ ১০০৩২৩ ১০০৩২৪ ১০০৩২৫ ১০০৩২৬ ১০০৩২৭ ১০০৩২৮ ১০০৩০৪ ১০০৩০৫ ১০০৩০৬ ১০০৩০৭ ১০০৩০৮ ১০০৩০৯ ১০০৩১০ ১০০৩১১ ১০০৩১২ ১০০৩১৩ ১০০৩১৪ ১০০৩১৫ ১০০৩১৬ ১০০৩১৭ ১০০৩১৮ ১০০৩১৯ ১০০৩২০ ১০০৩২১ ১০০৩২২ ১০০৩২৩ ১০০৩২৪ ১০০৩২৫ ১০০৩২৬ ১০০৩২৭ ১০০৩২৮ ১০০৩০৪ ১০০৩০৫ ১০০৩০৬ ১০০৩০৭ ১০০৩০৮ ১০০৩০৯ ১০০৩১০ ১০০৩১১ ১০০৩১২ ১০০৩১৩ ১০০৩১৪ ১০০৩১৫ ১০০৩১৬ ১০০৩১৭ ১০০৩১৮ ১০০৩১৯ ১০০৩২০ ১০০৩২১ ১০০৩২২ ১০০৩২৩ ১০০৩২৪ ১০০৩২৫ ১০০৩২৬ ১০০৩২৭ ১০০৩২৮ ১০০৩০৪ ১০০৩০৫ ১০০৩০৬ ১০০৩০৭ ১০০৩০৮ ১০০৩০৯ ১০০৩১০ ১০০৩১১ ১০০৩১২ ১০০৩১৩ ১০০৩১৪ ১০০৩১৫ ১০০৩১৬ ১০০৩১৭ ১০০৩১৮ ১০০৩১৯ ১০০৩২০ ১০০৩২১ ১০০৩২২ ১০০৩২৩ ১০০৩২৪ ১০০৩২৫ ১০০৩২৬ ১০০৩২৭ ১০০৩২৮ ১০০৩০৪ ১০০৩০৫ ১০০৩০৬ ১০০৩০৭ ১০০৩০৮ ১০০৩০৯ ১০০৩১০ ১০০৩১১ ১০০৩১২ ১০০৩১৩ ১০০৩১৪ ১০০৩১৫ ১০০৩১৬ ১০০৩১৭ ১০০৩১৮ ১০০৩১৯ ১০০৩২০ ১০০৩২১ ১০০৩২২ ১০০৩২৩ ১০০৩২৪ ১০০৩২৫ ১০০৩২৬ ১০০৩২৭ ১০০৩২৮ ১০০৩০৪ ১০০৩০৫ ১০০৩০৬ ১০০৩০৭ ১০০৩০৮ ১০০৩০৯ ১০০৩১০ ১০০৩১১ ১০০৩১২ ১০০৩১৩ ১০০৩১৪ ১০০৩১৫ ১০০৩১৬ ১০০৩১৭ ১০০৩১৮ ১০০৩১৯ ১০০৩২০ ১০০৩২১ ১০০৩২২ ১০০৩২৩ ১০০৩২৪ ১০০৩২৫ ১০০৩২৬ ১০০৩২৭ ১০০৩২৮ ১০০৩০৪ ১০০৩০৫ ১০০৩০৬ ১০০৩০৭ ১০০৩০৮ ১০০৩০৯ ১০০৩১০ ১০০৩১১ ১০০৩১২ ১০০৩১৩ ১০০৩১৪ ১০০৩১৫ ১০০৩১৬ ১০০৩১৭ ১০০৩১৮ ১০০৩১৯ ১০০৩২০ ১০০৩২১ ১০০৩২২ ১০০৩২৩ ১০০৩২৪ ১০০৩২৫ ১০০৩২৬ ১০০৩২৭ ১০০৩২৮ ১০০৩০৪ ১০০৩০৫ ১০০৩০৬ ১০০৩০৭ ১০০৩০৮ ১০০৩০৯ ১০০৩১০ ১০০৩১১ ১০০৩১২ ১০০৩১৩ ১০০৩১৪ ১০০৩১৫ ১০০৩১৬ ১০০৩১৭ ১০০৩১৮ ১০০৩১৯ ১০০৩২০ ১০০৩২১ ১০০৩২২ ১০০৩২৩ ১০০৩২৪ ১০০৩২৫ ১০০৩২৬ ১০০৩২৭ ১০০৩২৮ ১০০৩০৪ ১০০৩০৫ ১০০৩০৬ ১০০৩০৭ ১০০৩০৮ ১০০৩০৯ ১০০৩১০ ১০০৩১১ ১০০৩১২ ১০০৩১৩ ১০০৩১৪ ১০০৩১৫ ১০০৩১৬ ১০০৩১৭ ১০০৩১৮ ১০০৩১৯ ১০০৩২০ ১০০৩২১ ১০০৩২২ ১০০৩২৩ ১০০৩২৪ ১০০৩২৫ ১০০৩২৬ ১০০৩২৭ ১০০৩২৮ ১০০৩০৪ ১০০৩০৫ ১০০৩০৬ ১০০৩০৭ ১০০৩০৮ ১০০৩০৯ ১০০৩১০ ১০০৩১১ ১০০৩১২ ১০০৩১৩ ১০০৩১৪ ১০০৩১৫ ১০০৩১৬ ১০০৩১৭ ১০০৩১৮ ১০০৩১৯ ১০০৩২০ ১০০৩২১ ১০০৩২২ ১০০৩২৩ ১০০৩২৪ ১০০৩২৫ ১০০৩২৬ ১০০৩২৭ ১০০৩২৮ ১০০৩০৪ ১০০৩০৫ ১০০৩০৬ ১০০৩০৭ ১০০৩০৮ ১০০৩০৯ ১০০৩১০ ১০০৩১১ ১০০৩১২ ১০০৩১৩ ১০০৩১৪ ১০০৩১৫ ১০০৩১৬ ১০০৩১৭ ১০০৩১৮ ১০০৩১৯ ১০০৩২০ ১০০৩২১ ১০০৩২২ ১০০৩২৩ ১০০৩২৪ ১০০৩২৫ ১০০৩২৬ ১০০৩২৭ ১০০৩২৮ ১০০৩০৪ ১০০৩০৫ ১০০৩০৬ ১০০৩০৭ ১০০৩০৮ ১০০৩০৯ ১০০৩১০ ১০০৩১১ ১০০৩১২ ১০০৩১৩ ১০০৩১৪ ১০০৩১৫ ১০০৩১৬ ১০০৩১৭ ১০০৩১৮ ১০০৩১৯ ১০০৩২০ ১০০৩২১ ১০০৩২২ ১০০৩২৩ ১০০৩২৪ ১০০৩২৫ ১০০৩২৬ ১০০৩২৭ ১০০৩২৮ ১০০৩০৪ ১০০৩০৫ ১০০৩০৬ ১০০৩০৭ ১০০৩০৮ ১০০৩০৯ ১০০৩১০ ১০০৩১১ ১০০৩১২ ১০০৩১৩ ১০০৩১৪ ১০০৩১৫ ১০০৩১৬ ১০০৩১৭ ১০০৩১৮ ১০০৩১৯ ১০০৩২০ ১০০৩২১ ১০০৩২২ ১০০৩২৩ ১০০৩২৪ ১০০৩২৫ ১০০৩২৬ ১০০৩২৭ ১০০৩২৮ ১০০৩০৪ ১০০৩০৫ ১০০৩০৬ ১০০৩০৭ ১০০৩০৮ ১০০৩০৯ ১০০৩১০ ১০০৩১১ ১০০৩১২ ১০০৩১৩ ১০০৩১৪ ১০০৩১৫ ১০০৩১৬ ১০০৩১৭ ১০০৩১৮ ১০০৩১৯ ১০০৩২০ ১০০৩২১ ১০০৩২২ ১০০৩২৩ ১০০৩২৪ ১০০৩২৫ ১০০৩২৬ ১০০৩২৭ ১০০৩২৮ ১০০৩০৪ ১০০৩০৫ ১০০৩০৬ ১০০৩০৭ ১০০৩০৮ ১০০৩০৯ ১০০৩১০ ১০০৩১১ ১০০৩১২ ১০০৩১৩ ১০০৩১৪ ১০০৩১৫ ১০০৩১৬ ১০০৩১৭ ১০০৩১৮ ১০০৩১৯ ১০০৩২০ ১০০৩২১ ১০০৩২২ ১০০৩২৩ ১০০৩২৪ ১০০৩২৫ ১০০৩২৬ ১০০৩২৭ ১০০৩২৮ ১০০৩০৪ ১০০৩০৫ ১০০৩০৬ ১০০৩০৭ ১০০৩০৮ ১০০৩০৯ ১০০৩১০ ১০০৩১১ ১০০৩১২ ১০০৩১৩ ১০০৩১৪ ১০০৩১৫ ১০০৩১৬ ১০০৩১৭ ১০০৩১৮ ১০০৩১৯ ১০০৩২০ ১০০৩২১ ১০০৩২২ ১০০৩২৩ ১০০৩২৪ ১০০৩২৫ ১০০৩২৬ ১০০৩২৭ ১০০৩২৮ ১০০৩০৪ ১০০৩০৫ ১০০৩০৬ ১০০৩০৭ ১০০৩০৮ ১০০৩০৯ ১০০৩১০ ১০০৩১১ ১০০৩১২ ১০০৩১৩ ১০০৩১৪ ১০০৩১৫ ১০০৩১৬ ১০০৩১৭ ১০০৩১৮ ১০০৩১৯ ১০০৩২০ ১০০৩২১ ১০০৩২২ ১০০৩২৩ ১০০৩২৪ ১০০৩২৫ ১০০৩২৬ ১০০৩২৭ ১০০৩২৮ ১০০৩০৪ ১০০৩০৫ ১০০৩০৬ ১০০৩০৭ ১০০৩০৮ ১০০৩০৯ ১০০৩১০ ১০০৩১১ ১০০৩১২ ১০০৩১৩ ১০০৩১৪ ১০০৩১৫ ১০০৩১৬ ১০০৩১৭ ১০০৩১৮ ১০০৩১৯ ১০০৩২০ ১০০৩২১ ১০০৩২২ ১০০৩২৩ ১০০৩২৪ ১০০৩২৫ ১০০৩২৬ ১০০৩২৭ ১০০৩২৮ ১০০৩০৪ ১০০৩০৫ ১০০৩০৬ ১০০৩০৭ ১০০৩০৮ ১০০৩০৯ ১০০৩১০ ১০০৩১১ ১০০৩১২ ১০০৩১৩ ১০০৩১৪ ১০০৩১৫ ১০০৩১৬ ১০০৩১৭ ১০০৩১৮ ১০০৩১৯ ১০০৩২০ ১০০৩২১ ১০ <box>441 148 834 556</box>
division-label: অনুপস্থিত : <box>1265 692 1299 701</box>
roll-list: ১২৪৪০ ১২৪৪১ ১২৪৪২ ১২৪৪৩ *১২৪৪৪স্টা. ১২৪৪৫ ১২৪৪৬ ১২৪৪৭ ১২৪৪৮ ১২৪৪৯ ১২৪৫০ *১২৪৫১স্টা.গ. ১২৪৫২ ১২৪৫৩ ১২৪৫৪ ১২৪৫৫ ১২৪৫৬ ১২৪৫৭ ১২৪৫৮ ১২৪৫৯ ১২৪৬০ ১২৪৪০ ১২৪৪১ ১২৪৪২ ১২৪৪৩ *১২৪৪৪স্টা. ১২৪৪৫ ১২৪৪৬ ১২৪৪৭ ১২৪৪৮ ১২৪৪৯ ১২৪৫০ *১২৪৫১স্টা.গ. ১২৪৫২ ১২৪৫৩ ১২৪৫৪ ১২৪৫৫ ১২৪৫৬ ১২৪৫৭ ১২৪৫৮ ১২৪৫৯ ১২৪৬০ ১২৪৪০ ১২৪৪১ ১২৪৪২ ১২৪৪৩ *১২৪৪৪স্টা. ১২৪৪৫ ১২৪৪৬ ১২৪৪৭ ১২৪৪৮ ১২৪৪৯ ১২৪৫০ *১২৪৫১স্টা.গ. ১২৪৫২ ১২৪৫৩ ১২৪৫৪ ১২৪৫৫ ১২৪৫৬ ১২৪৫৭ ১২৪৫৮ ১২৪৫৯ ১২৪৬০ ১২৪৪০ ১২৪৪১ ১২৪৪২ ১২৪৪৩ <box>1265 97 1656 146</box>
roll-range: রোল নম্বর ১৩৪০৯—১৩৪৫৪ = ৪৬ জন। <box>1265 1346 1656 1359</box>
roll-list: *৮৬০৯১স্টা.কে.গ. ৮৬০৯২ *৮৬০৯৩স্টা.কে.গ. *৮৬০৯৪স্টা. ৮৬০৯৫ ৮৬০৯৬ *৮৬০৯৭স্টা.কে.গ.পী *৮৬০৯৮ ৮৬০৯৯ *৮৬১০০স্টা.কে.গ. ৮৬১০১ *৮৬১০২স্টা.কে.গ.পী *৮৬১০৩ ৮৬১০৪ ৮৬১০৫ *৮৬১০৬স্টা.কে. ৮৬১০৭ *৮৬১০৮স্টা.কে.গ.পী ৮৬১০৯ *৮৬১১০স্টা. ৮৬১১১ ৮৬১১২ *৮৬১১৩স্টা.কে.গ. ৮৬১১৪ *৮৬১১৫ ৮৬১১৬ *৮৬১১৭স্টা.কে.গ.পী ৮৬১১৮ ৮৬১১৯ *৮৬১২০স্টা. ৮৬১২১ *৮৬১২২স্টা.কে.গ. *৮৬০৯১স্টা.কে.গ. ৮৬০৯২ *৮৬০৯৩স্টা.কে.গ. *৮৬০৯৪স্টা. ৮৬০৯৫ ৮৬০৯৬ *৮৬০৯৭স্টা.কে.গ.পী *৮৬০৯৮ ৮৬০৯৯ *৮৬১০০স্টা.কে.গ. ৮৬১০১ *৮৬১০২স্টা.কে.গ.পী *৮৬১০৩ ৮৬১০৪ ৮৬১০৫ *৮৬১০৬স্টা.কে. ৮৬১০৭ *৮৬১০৮স্টা.কে.গ.পী ৮৬১০৯ *৮৬১১০স্টা. ৮৬১১১ ৮৬১১২ *৮৬১১৩স্টা.কে.গ. ৮৬১১৪ *৮৬১১৫ ৮৬১১৬ *৮৬১১৭স্টা.কে.গ.পী ৮৬১১৮ ৮৬১১৯ *৮৬১২০স্টা. ৮৬১২১ *৮৬১২২স্টা.কে.গ. *৮৬০৯১স্টা.কে.গ. ৮৬০৯২ *৮৬০৯৩স্টা.কে.গ. *৮৬০৯৪স্টা. ৮৬০৯৫ ৮৬০৯৬ *৮৬০৯৭স্টা.কে.গ.পী *৮৬০৯৮ ৮৬০৯৯ *৮৬১০০স্টা.কে.গ. ৮৬১০১ *৮৬১০২স্টা.কে.গ.পী *৮৬১০৩ ৮৬১০৪ ৮৬১০৫ *৮৬১০৬স্টা.কে. ৮৬১০৭ *৮৬১০৮স্টা.কে.গ.পী ৮৬১০৯ *৮৬১১০স্টা. ৮৬১১১ ৮৬১১২ *৮৬১১৩স্টা.কে.গ. ৮৬১১৪ *৮৬১১৫ ৮৬১১৬ *৮৬১১৭স্টা.কে.গ.পী ৮৬১১৮ ৮৬১১৯ *৮৬১২০স্টা. ৮৬১২১ *৮৬১২২স্টা.কে.গ. *৮৬০৯১স্টা.কে.গ. ৮৬০৯২ *৮৬০৯৩স্টা.কে.গ. *৮৬০৯৪স্টা. ৮৬০৯৫ ৮৬০৯৬ *৮৬০৯৭স্টা.কে.গ.পী *৮৬০৯৮ ৮৬০৯৯ *৮৬১০০স্টা.কে.গ. ৮৬১০১ *৮৬১০২স্টা.কে.গ.পী *৮৬১০৩ ৮৬১০৪ ৮৬১০৫ *৮৬১০৬স্টা.কে. ৮৬১০৭ *৮৬১০৮স্টা.কে.গ.পী ৮৬১০৯ *৮৬১১০স্টা. ৮৬১১১ ৮৬১১২ *৮৬১১৩স্টা.কে.গ. ৮৬১১৪ *৮৬১১৫ ৮৬১১৬ *৮৬১১৭স্টা.কে.গ.পী ৮৬১১৮ ৮৬১১৯ *৮৬১২০স্টা. ৮৬১২১ *৮৬১২২স্টা.কে.গ. *৮৬০৯১স্টা.কে.গ. ৮৬০৯২ *৮৬০৯৩স্টা.কে.গ. *৮৬০৯৪স্টা. ৮৬০৯৫ ৮৬০৯৬ *৮৬০৯৭স্টা.কে.গ.পী *৮৬০৯৮ ৮৬০৯৯ *৮৬১০০স্টা.কে.গ. ৮৬১০১ *৮৬১০২স্টা.কে.গ.পী *৮৬১০৩ ৮৬১০৪ ৮৬১০৫ *৮৬১০৬স্টা.কে. ৮৬১০৭ *৮৬১০৮স্টা.কে.গ.পী ৮৬১০৯ *৮৬১১০স্টা. ৮৬১১১ ৮৬১১২ *৮৬১১৩স্টা.কে.গ. ৮৬১১৪ *৮৬১১৫ ৮৬১১৬ *৮৬১১৭স্টা.কে.গ.পী ৮৬১১৮ ৮৬১১৯ *৮৬১২০স্টা. ৮৬১২১ *৮৬১২২স্টা.কে.গ. *৮৬০৯১স্টা.কে.গ. ৮৬০৯২ *৮৬০৯৩স্টা.কে.গ. *৮৬০৯৪স্টা. ৮৬০৯৫ ৮৬০৯৬ *৮৬০৯৭স্টা.কে.গ.পী *৮৬০৯৮ ৮৬০৯৯ *৮৬১০০স্টা.কে.গ. ৮৬১০১ *৮৬১০২স্টা.কে.গ.পী *৮৬১০৩ ৮৬১০৪ ৮৬১০৫ *৮৬১০৬স্টা.কে. ৮৬১০৭ *৮৬১০৮স্টা.কে.গ.পী ৮৬১০৯ *৮৬১১০স্টা. ৮৬১১১ ৮৬১১২ *৮৬১১৩স্টা.কে.গ. ৮৬১১৪ *৮৬১১৫ ৮৬১১৬ *৮৬১১৭স্টা.কে.গ.পী ৮৬১১৮ ৮৬১১৯ *৮৬১২০স্টা. ৮৬১২১ *৮৬১২২স্টা.কে.গ. *৮৬০৯১স্টা.কে.গ. ৮৬০৯২ *৮৬০৯৩স্টা.কে.গ. *৮৬০৯৪স্টা. ৮৬০৯৫ ৮৬০৯৬ *৮৬০৯৭স্টা.কে.গ.পী *৮৬০৯৮ ৮৬০৯৯ *৮৬১০০স্টা.কে.গ. ৮৬১০১ *৮৬১০২স্টা.কে.গ.পী *৮৬১০৩ ৮৬১০৪ ৮৬১০৫ *৮৬১০৬স্টা.কে. ৮৬১০৭ *৮৬১০৮স্টা.কে.গ.পী ৮৬১০৯ *৮৬১১০স্টা. ৮৬১১১ ৮৬১১২ *৮৬১১৩স্টা.কে.গ. ৮৬১১৪ *৮৬১১৫ ৮৬১১৬ *৮৬১১৭স্টা.কে.গ.পী ৮৬১১৮ ৮৬১১৯ *৮৬১২০স্টা. ৮৬১২১ *৮৬১২২স্টা.কে.গ. *৮৬০৯১স্টা.কে.গ. ৮৬ <box>441 1065 834 1308</box>
division-label: দ্বিতীয় বিভাগ : <box>852 429 898 438</box>
roll-list: *৮৬০৯১স্টা.কে.গ. ৮৬০৯২ *৮৬০৯৩স্টা.কে.গ. *৮৬০৯৪স্টা. ৮৬০৯৫ ৮৬০৯৬ *৮৬০৯৭স্টা.কে.গ.পী *৮৬০৯৮ ৮৬০৯৯ *৮৬১০০স্টা.কে.গ. ৮৬১০১ *৮৬১০২স্টা.কে.গ.পী *৮৬১০৩ ৮৬১০৪ ৮৬১০৫ *৮৬১০৬স্টা.কে. ৮৬১০৭ *৮৬১০৮স্টা.কে.গ.পী ৮৬১০৯ *৮৬১১০স্টা. ৮৬১১১ ৮৬১১২ *৮৬১১৩স্টা.কে.গ. ৮৬১১৪ *৮৬১১৫ ৮৬১১৬ *৮৬১১৭স্টা.কে.গ.পী ৮৬১১৮ ৮৬১১৯ *৮৬১২০স্টা. ৮৬১২১ *৮৬১২২স্টা.কে.গ. *৮৬০৯১স্টা.কে.গ. ৮৬০৯২ *৮৬০৯৩স্টা.কে.গ. *৮৬০৯৪স্টা. ৮৬০৯৫ ৮৬০৯৬ *৮৬০৯৭স্টা.কে.গ.পী *৮৬০৯৮ ৮৬০৯৯ *৮৬১০০স্টা.কে.গ. ৮৬১০১ *৮৬১০২স্টা.কে.গ.পী *৮৬১০৩ ৮৬১০৪ ৮৬১০৫ *৮৬১০৬স্টা.কে. ৮৬১০৭ *৮৬১০৮স্টা.কে.গ.পী ৮৬১০৯ *৮৬১১০স্টা. ৮৬১১১ ৮৬১১২ *৮৬১১৩স্টা.কে.গ. ৮৬১১৪ *৮৬১১৫ ৮৬১১৬ *৮৬১১৭স্টা.কে.গ.পী ৮৬১১৮ ৮৬১১৯ *৮৬১২০স্টা. ৮৬১২১ *৮৬১২২স্টা.কে.গ. *৮৬০৯১স্টা.কে.গ. ৮৬০৯২ *৮৬০৯৩স্টা.কে.গ. *৮৬০৯৪স্টা. ৮৬০৯৫ ৮৬০৯৬ *৮৬০৯৭স্টা.কে.গ.পী *৮৬০৯৮ ৮৬০৯৯ *৮৬১০০স্টা.কে.গ. ৮৬১০১ *৮৬১০২স্টা.কে.গ.পী *৮৬১০৩ ৮৬১০৪ ৮৬১০৫ *৮৬১০৬স্টা.কে. ৮৬১০৭ *৮৬১০৮স্টা.কে.গ.পী ৮৬১০৯ *৮৬১১০স্টা. ৮৬১১১ ৮৬১১২ *৮৬১১৩স্টা.কে.গ. ৮৬১১৪ *৮৬১১৫ ৮৬১১৬ *৮৬১১৭স্টা.কে.গ.পী ৮৬১১৮ ৮৬১১৯ *৮৬১২০স্টা. ৮৬১২১ *৮৬১২২স্টা.কে.গ. *৮৬০৯১স্টা.কে.গ. ৮৬০৯২ *৮৬০৯৩স্টা.কে.গ. *৮৬০৯৪স্টা. ৮৬০৯৫ ৮৬০৯৬ *৮৬০৯৭স্টা.কে.গ.পী *৮৬০৯৮ ৮৬০৯৯ *৮৬১০০স্টা.কে.গ. ৮৬১০১ *৮৬১০২স্টা.কে.গ.পী *৮৬১০৩ ৮৬১০৪ ৮৬১০৫ *৮৬১০৬স্টা.কে. ৮৬১০৭ *৮৬১০ <box>852 473 1247 594</box>
column-3-humanities <box>852 1388 1247 2202</box>
roll-range: রোল নম্বর ৯৪৯২০—৯৫০৫৮ = ১৩৯ জন। <box>852 458 1247 471</box>
roll-range: রোল নম্বর ১২৯৩২—১৩০৬৩ = ১৩২ জন। <box>1265 721 1656 734</box>
